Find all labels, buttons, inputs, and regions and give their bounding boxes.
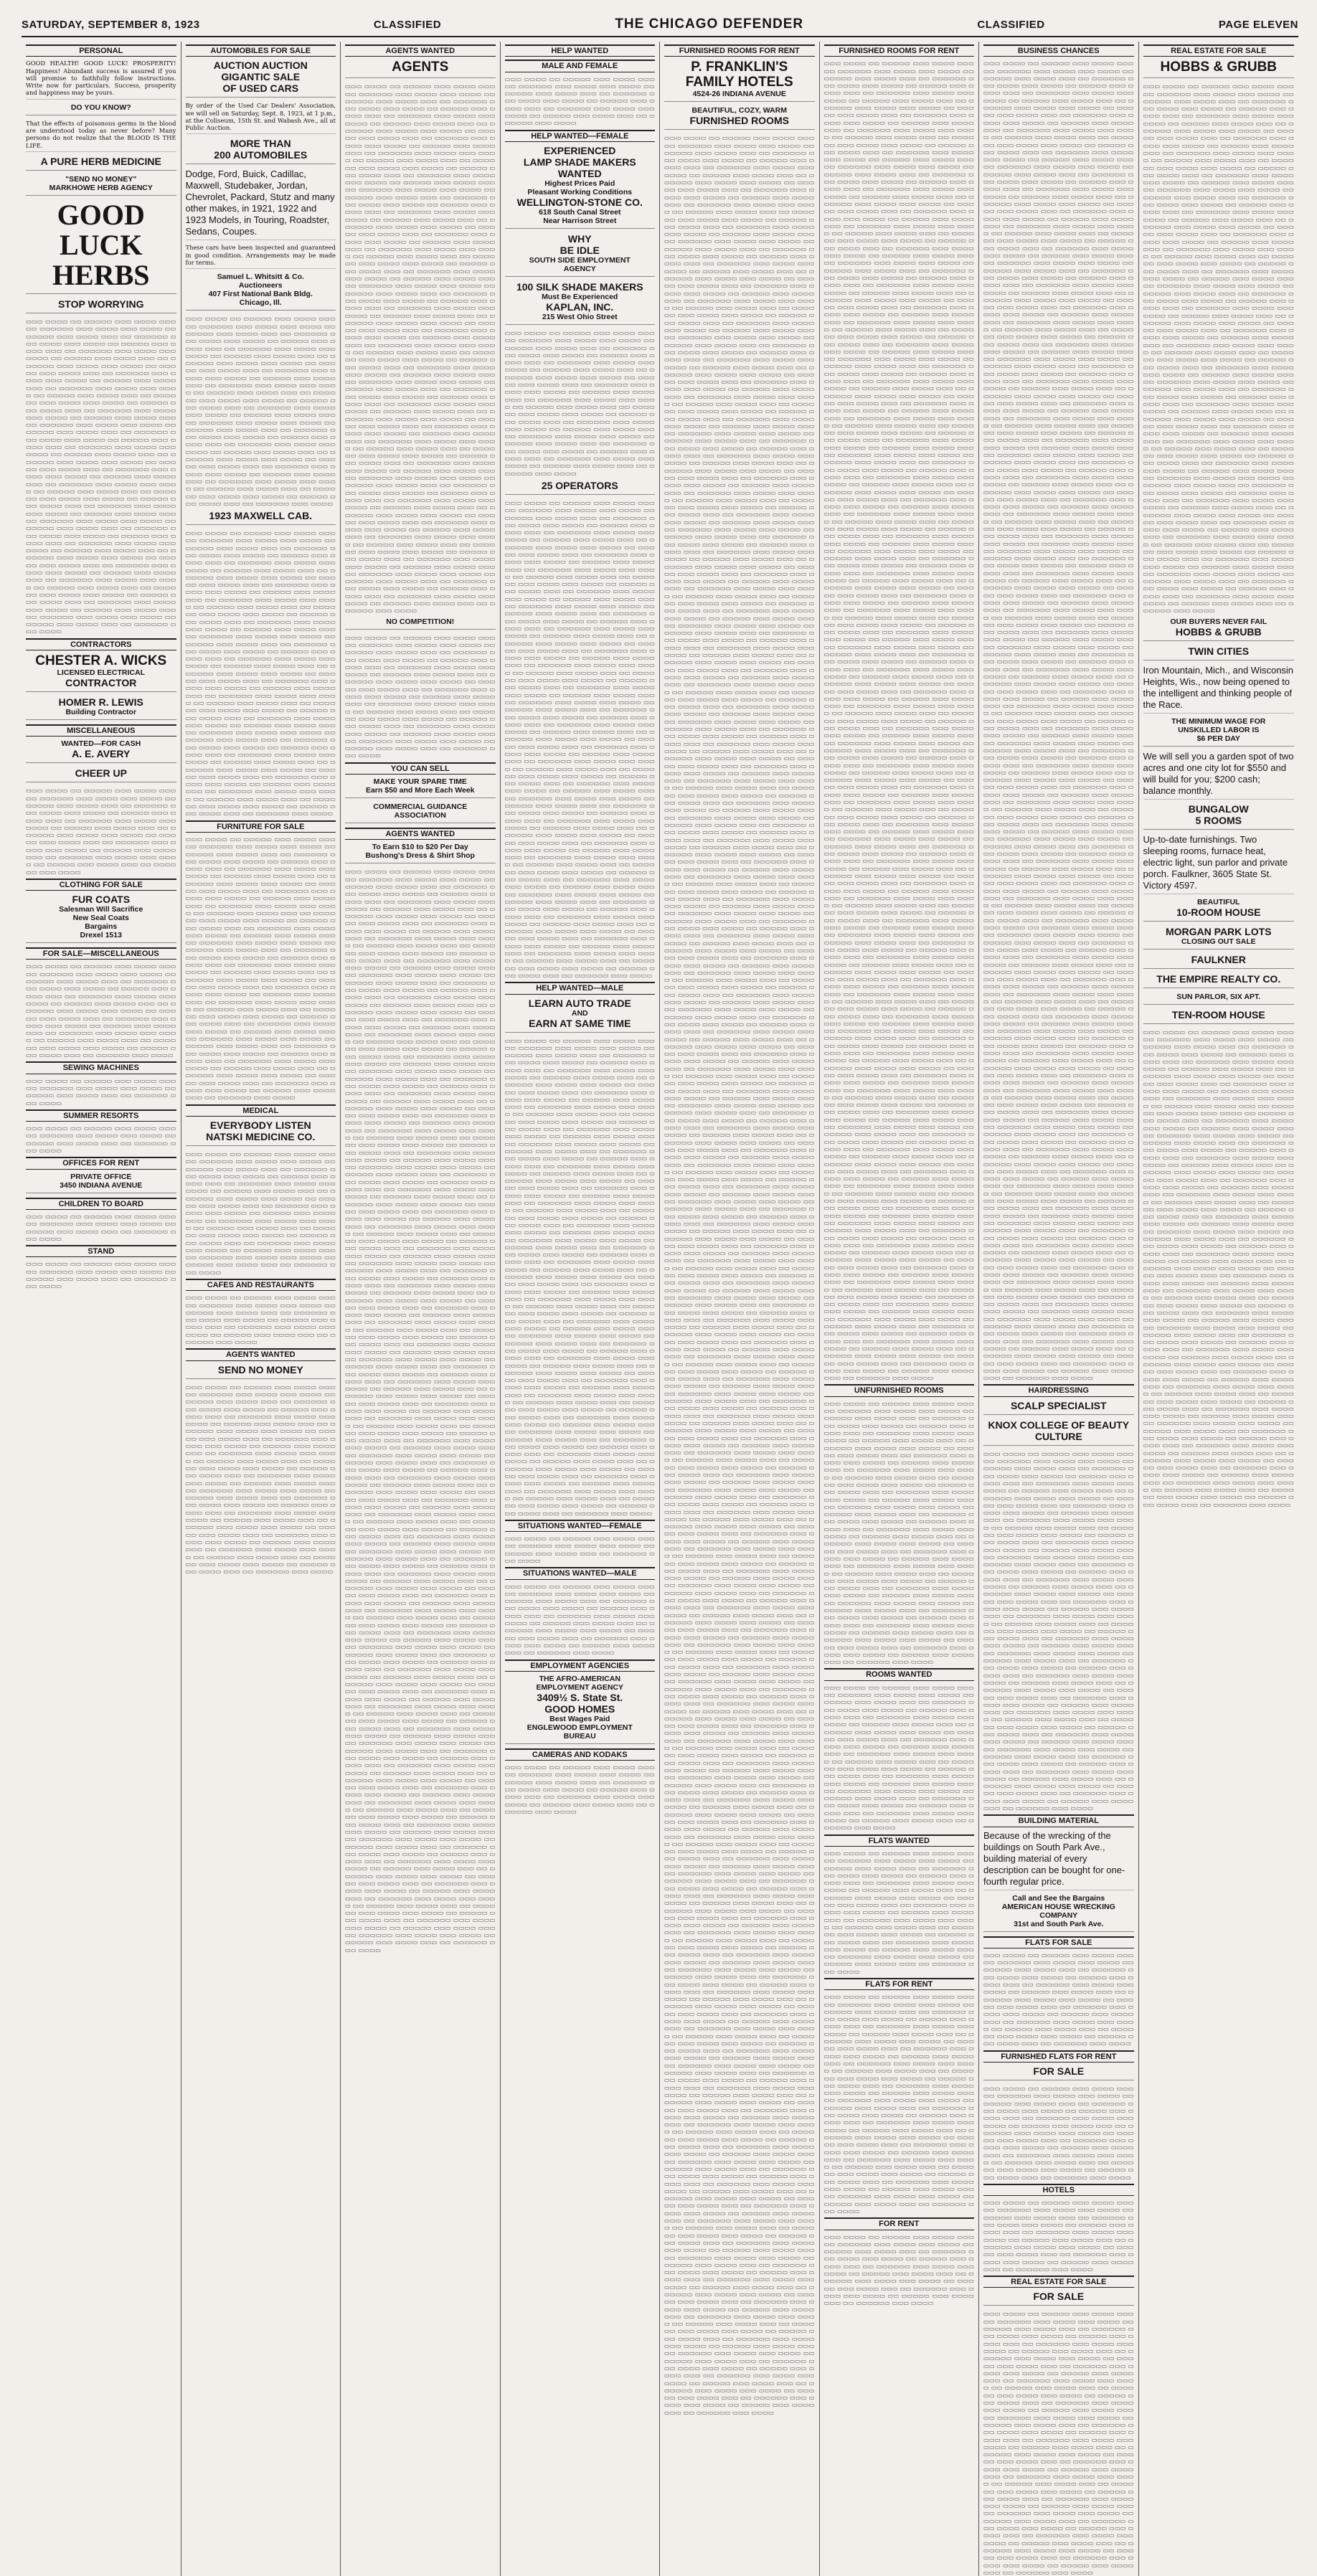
illegible-small-print: ▭▭▭ ▭▭▭▭ ▭▭ ▭▭▭▭▭ ▭▭▭ ▭▭▭▭ ▭▭▭ ▭▭ ▭▭▭▭▭▭ ▭▭▭ ▭▭▭▭ ▭▭▭ ▭▭▭▭ ▭▭ ▭▭▭▭▭ ▭▭▭ ▭▭▭▭ ▭▭▭ ▭▭ ▭▭▭▭▭▭ ▭▭▭ ▭▭▭▭ ▭▭▭ ▭▭▭▭ ▭▭ ▭▭▭▭▭ ▭▭▭ ▭▭▭▭ ▭▭▭ ▭▭ ▭▭▭▭▭▭ ▭▭▭ ▭▭▭▭ ▭▭▭ ▭▭▭▭ ▭▭ ▭▭▭▭▭ ▭▭▭ ▭▭▭▭ ▭▭▭ ▭▭ ▭▭▭▭▭▭ ▭▭▭ ▭▭▭▭ ▭▭▭ ▭▭▭▭ ▭▭ ▭▭▭▭▭ ▭▭▭ ▭▭▭▭ ▭▭▭ ▭▭ ▭▭▭▭▭▭ ▭▭▭ ▭▭▭▭ ▭▭▭ ▭▭▭▭ ▭▭ ▭▭▭▭▭ ▭▭▭ ▭▭▭▭ ▭▭▭ ▭▭ ▭▭▭▭▭▭ ▭▭▭ ▭▭▭▭ ▭▭▭ ▭▭▭▭ ▭▭ ▭▭▭▭▭ ▭▭▭ ▭▭▭▭ ▭▭▭ ▭▭ ▭▭▭▭▭▭ ▭▭▭ ▭▭▭▭ ▭▭▭ ▭▭▭▭ ▭▭ ▭▭▭▭▭ ▭▭▭ ▭▭▭▭ ▭▭▭ ▭▭ ▭▭▭▭▭▭ ▭▭▭ ▭▭▭▭ <box>983 1951 1134 2047</box>
display-ad-body: Dodge, Ford, Buick, Cadillac, Maxwell, Studebaker, Jordan, Chevrolet, Packard, Stutz and many other makes, in 1921, 1922 and 1923 Models, in Touring, Roadster, Sedans, Coupes. <box>186 169 336 240</box>
display-ad <box>983 2291 1134 2306</box>
illegible-small-print: ▭▭▭ ▭▭▭▭ ▭▭ ▭▭▭▭▭ ▭▭▭ ▭▭▭▭ ▭▭▭ ▭▭ ▭▭▭▭▭▭ ▭▭▭ ▭▭▭▭ ▭▭▭ ▭▭▭▭ ▭▭ ▭▭▭▭▭ ▭▭▭ ▭▭▭▭ ▭▭▭ ▭▭ ▭▭▭▭▭▭ ▭▭▭ ▭▭▭▭ ▭▭▭ ▭▭▭▭ ▭▭ ▭▭▭▭▭ ▭▭▭ ▭▭▭▭ ▭▭▭ ▭▭ ▭▭▭▭▭▭ ▭▭▭ ▭▭▭▭ ▭▭▭ ▭▭▭▭ ▭▭ ▭▭▭▭▭ ▭▭▭ ▭▭▭▭ ▭▭▭ ▭▭ ▭▭▭▭▭▭ ▭▭▭ ▭▭▭▭ ▭▭▭ ▭▭▭▭ ▭▭ ▭▭▭▭▭ ▭▭▭ ▭▭▭▭ ▭▭▭ ▭▭ ▭▭▭▭▭▭ ▭▭▭ ▭▭▭▭ ▭▭▭ ▭▭▭▭ ▭▭ ▭▭▭▭▭ ▭▭▭ ▭▭▭▭ ▭▭▭ ▭▭ ▭▭▭▭▭▭ ▭▭▭ ▭▭▭▭ ▭▭▭ ▭▭▭▭ ▭▭ ▭▭▭▭▭ ▭▭▭ ▭▭▭▭ ▭▭▭ ▭▭ ▭▭▭▭▭▭ ▭▭▭ ▭▭▭▭ ▭▭▭ ▭▭▭▭ ▭▭ ▭▭▭▭▭ ▭▭▭ ▭▭▭▭ ▭▭▭ ▭▭ ▭▭▭▭▭▭ ▭▭▭ ▭▭▭▭ ▭▭▭ ▭▭▭▭ ▭▭ ▭▭▭▭▭ ▭▭▭ ▭▭▭▭ ▭▭▭ ▭▭ ▭▭▭▭▭▭ ▭▭▭ ▭▭▭▭ ▭▭▭ ▭▭▭▭ ▭▭ ▭▭▭▭▭ ▭▭▭ ▭▭▭▭ ▭▭▭ ▭▭ ▭▭▭▭▭▭ ▭▭▭ ▭▭▭▭ ▭▭▭ ▭▭▭▭ ▭▭ ▭▭▭▭▭ ▭▭▭ ▭▭▭▭ ▭▭▭ ▭▭ ▭▭▭▭▭▭ ▭▭▭ ▭▭▭▭ ▭▭▭ ▭▭▭▭ ▭▭ ▭▭▭▭▭ ▭▭▭ ▭▭▭▭ ▭▭▭ ▭▭ ▭▭▭▭▭▭ ▭▭▭ ▭▭▭▭ <box>823 1683 974 1832</box>
display-ad-line: Chicago, Ill. <box>239 298 282 308</box>
display-ad-line: A PURE HERB MEDICINE <box>40 155 161 167</box>
paper-name: THE CHICAGO DEFENDER <box>615 16 804 32</box>
display-ad <box>186 1364 336 1379</box>
display-ad-line: THE MINIMUM WAGE FOR <box>1171 716 1266 726</box>
display-ad <box>345 843 496 863</box>
display-ad-line: SEND NO MONEY <box>217 1363 303 1375</box>
display-ad <box>26 156 176 171</box>
display-ad-line: 5 ROOMS <box>1195 814 1242 826</box>
display-ad-line: AMERICAN HOUSE WRECKING COMPANY <box>1001 1902 1115 1920</box>
display-ad-line: EXPERIENCED <box>544 144 616 156</box>
display-ad-line: Bushong's Dress & Shirt Shop <box>365 851 475 861</box>
display-ad-line: KNOX COLLEGE OF BEAUTY <box>988 1419 1130 1431</box>
section-heading: YOU CAN SELL <box>345 762 496 775</box>
section-heading: CAMERAS AND KODAKS <box>505 1748 656 1761</box>
display-ad-line: P. FRANKLIN'S <box>691 60 788 75</box>
section-heading: SITUATIONS WANTED—FEMALE <box>505 1520 656 1532</box>
display-ad-line: AGENCY <box>563 264 596 273</box>
display-ad <box>1143 60 1295 78</box>
display-ad-line: FOR SALE <box>1033 2291 1085 2303</box>
display-ad <box>26 200 176 294</box>
section-heading: MEDICAL <box>186 1104 336 1117</box>
display-ad-line: Pleasant Working Conditions <box>527 187 633 196</box>
display-ad <box>26 653 176 692</box>
display-ad-line: Near Harrison Street <box>543 216 617 225</box>
display-ad-line: BUNGALOW <box>1188 802 1249 815</box>
illegible-small-print: ▭▭▭ ▭▭▭▭ ▭▭ ▭▭▭▭▭ ▭▭▭ ▭▭▭▭ ▭▭▭ ▭▭ ▭▭▭▭▭▭ ▭▭▭ ▭▭▭▭ ▭▭▭ ▭▭▭▭ ▭▭ ▭▭▭▭▭ ▭▭▭ ▭▭▭▭ ▭▭▭ ▭▭ ▭▭▭▭▭▭ ▭▭▭ ▭▭▭▭ <box>26 1260 176 1290</box>
section-heading: EMPLOYMENT AGENCIES <box>505 1659 656 1672</box>
display-ad-line: "SEND NO MONEY" <box>65 174 137 184</box>
display-ad-line: WELLINGTON-STONE CO. <box>516 196 643 208</box>
illegible-small-print: ▭▭▭ ▭▭▭▭ ▭▭ ▭▭▭▭▭ ▭▭▭ ▭▭▭▭ ▭▭▭ ▭▭ ▭▭▭▭▭▭ ▭▭▭ ▭▭▭▭ ▭▭▭ ▭▭▭▭ ▭▭ ▭▭▭▭▭ ▭▭▭ ▭▭▭▭ ▭▭▭ ▭▭ ▭▭▭▭▭▭ ▭▭▭ ▭▭▭▭ <box>26 1076 176 1107</box>
section-heading: SITUATIONS WANTED—MALE <box>505 1567 656 1579</box>
display-ad-line: $6 PER DAY <box>1196 734 1240 743</box>
display-ad-line: CONTRACTOR <box>65 677 137 689</box>
section-heading: ROOMS WANTED <box>824 1668 975 1680</box>
display-ad <box>664 60 815 102</box>
display-ad-line: THE EMPIRE REALTY CO. <box>1156 972 1281 985</box>
display-ad-line: NO COMPETITION! <box>386 617 455 626</box>
section-heading: HELP WANTED—FEMALE <box>505 130 656 142</box>
display-ad-line: Best Wages Paid <box>549 1714 610 1723</box>
column-3 <box>341 42 501 2576</box>
display-ad-line: 215 West Ohio Street <box>542 312 618 321</box>
display-ad <box>186 510 336 525</box>
display-ad <box>26 1173 176 1193</box>
display-ad-line: LAMP SHADE MAKERS <box>523 156 636 168</box>
display-ad-line: NATSKI MEDICINE CO. <box>206 1130 316 1142</box>
display-ad-line: Samuel L. Whitsitt & Co. <box>217 273 304 282</box>
display-ad-body: Iron Mountain, Mich., and Wisconsin Heights, Wis., now being opened to the intelligent and thinking people of the Race. <box>1143 665 1295 714</box>
display-ad <box>186 1119 336 1146</box>
display-ad-line: MAKE YOUR SPARE TIME <box>373 777 467 787</box>
display-ad-line: SUN PARLOR, SIX APT. <box>1176 992 1261 1001</box>
column-8 <box>1139 42 1299 2576</box>
display-ad-line: 200 AUTOMOBILES <box>214 149 308 161</box>
display-ad <box>26 175 176 196</box>
column-2 <box>181 42 341 2576</box>
display-ad-line: 3409½ S. State St. <box>537 1691 623 1703</box>
display-ad-line: Call and See the Bargains <box>1012 1893 1105 1903</box>
display-ad-body: Up-to-date furnishings. Two sleeping rooms, furnace heat, electric light, sun parlor and private porch. Faulkner, 3605 State St. Victory 4597. <box>1143 834 1295 894</box>
section-heading: STAND <box>26 1245 176 1257</box>
display-ad-line: MORGAN PARK LOTS <box>1165 925 1272 937</box>
display-ad-line: WHY <box>567 232 592 245</box>
page-number: PAGE ELEVEN <box>1218 18 1298 31</box>
section-heading: AGENTS WANTED <box>345 828 496 840</box>
display-ad <box>505 281 656 325</box>
section-heading: FOR RENT <box>824 2217 975 2230</box>
illegible-small-print: ▭▭▭ ▭▭▭▭ ▭▭ ▭▭▭▭▭ ▭▭▭ ▭▭▭▭ ▭▭▭ ▭▭ ▭▭▭▭▭▭ ▭▭▭ ▭▭▭▭ ▭▭▭ ▭▭▭▭ ▭▭ ▭▭▭▭▭ ▭▭▭ ▭▭▭▭ ▭▭▭ ▭▭ ▭▭▭▭▭▭ ▭▭▭ ▭▭▭▭ ▭▭▭ ▭▭▭▭ ▭▭ ▭▭▭▭▭ ▭▭▭ ▭▭▭▭ ▭▭▭ ▭▭ ▭▭▭▭▭▭ ▭▭▭ ▭▭▭▭ ▭▭▭ ▭▭▭▭ ▭▭ ▭▭▭▭▭ ▭▭▭ ▭▭▭▭ ▭▭▭ ▭▭ ▭▭▭▭▭▭ ▭▭▭ ▭▭▭▭ ▭▭▭ ▭▭▭▭ ▭▭ ▭▭▭▭▭ ▭▭▭ ▭▭▭▭ ▭▭▭ ▭▭ ▭▭▭▭▭▭ ▭▭▭ ▭▭▭▭ ▭▭▭ ▭▭▭▭ ▭▭ ▭▭▭▭▭ ▭▭▭ ▭▭▭▭ ▭▭▭ ▭▭ ▭▭▭▭▭▭ ▭▭▭ ▭▭▭▭ <box>983 2199 1134 2273</box>
display-ad-line: TEN-ROOM HOUSE <box>1171 1008 1265 1021</box>
display-ad-line: To Earn $10 to $20 Per Day <box>372 843 468 852</box>
illegible-small-print: ▭▭▭ ▭▭▭▭ ▭▭ ▭▭▭▭▭ ▭▭▭ ▭▭▭▭ ▭▭▭ ▭▭ ▭▭▭▭▭▭ ▭▭▭ ▭▭▭▭ ▭▭▭ ▭▭▭▭ ▭▭ ▭▭▭▭▭ ▭▭▭ ▭▭▭▭ ▭▭▭ ▭▭ ▭▭▭▭▭▭ ▭▭▭ ▭▭▭▭ ▭▭▭ ▭▭▭▭ ▭▭ ▭▭▭▭▭ ▭▭▭ ▭▭▭▭ ▭▭▭ ▭▭ ▭▭▭▭▭▭ ▭▭▭ ▭▭▭▭ ▭▭▭ ▭▭▭▭ ▭▭ ▭▭▭▭▭ ▭▭▭ ▭▭▭▭ ▭▭▭ ▭▭ ▭▭▭▭▭▭ ▭▭▭ ▭▭▭▭ <box>504 1763 655 1815</box>
display-ad-line: CULTURE <box>1034 1430 1082 1442</box>
display-ad-body: Because of the wrecking of the buildings on South Park Ave., building material of every description can be bought for one-fourth regular price. <box>983 1830 1134 1890</box>
section-heading: FURNITURE FOR SALE <box>186 820 336 833</box>
display-ad-line: Building Contractor <box>65 708 137 717</box>
display-ad <box>983 1419 1134 1446</box>
section-heading: FURNISHED ROOMS FOR RENT <box>824 44 975 57</box>
display-ad <box>1143 645 1295 660</box>
section-heading: HELP WANTED <box>505 44 656 57</box>
column-6 <box>820 42 980 2576</box>
display-ad-line: Must Be Experienced <box>542 292 618 301</box>
display-ad <box>186 273 336 311</box>
display-ad <box>505 998 656 1033</box>
section-heading: HAIRDRESSING <box>983 1384 1134 1396</box>
illegible-small-print: ▭▭▭ ▭▭▭▭ ▭▭ ▭▭▭▭▭ ▭▭▭ ▭▭▭▭ ▭▭▭ ▭▭ ▭▭▭▭▭▭ ▭▭▭ ▭▭▭▭ ▭▭▭ ▭▭▭▭ ▭▭ ▭▭▭▭▭ ▭▭▭ ▭▭▭▭ ▭▭▭ ▭▭ ▭▭▭▭▭▭ ▭▭▭ ▭▭▭▭ ▭▭▭ ▭▭▭▭ ▭▭ ▭▭▭▭▭ ▭▭▭ ▭▭▭▭ ▭▭▭ ▭▭ ▭▭▭▭▭▭ ▭▭▭ ▭▭▭▭ ▭▭▭ ▭▭▭▭ ▭▭ ▭▭▭▭▭ ▭▭▭ ▭▭▭▭ ▭▭▭ ▭▭ ▭▭▭▭▭▭ ▭▭▭ ▭▭▭▭ ▭▭▭ ▭▭▭▭ ▭▭ ▭▭▭▭▭ ▭▭▭ ▭▭▭▭ ▭▭▭ ▭▭ ▭▭▭▭▭▭ ▭▭▭ ▭▭▭▭ ▭▭▭ ▭▭▭▭ ▭▭ ▭▭▭▭▭ ▭▭▭ ▭▭▭▭ ▭▭▭ ▭▭ ▭▭▭▭▭▭ ▭▭▭ ▭▭▭▭ ▭▭▭ ▭▭▭▭ ▭▭ ▭▭▭▭▭ ▭▭▭ ▭▭▭▭ ▭▭▭ ▭▭ ▭▭▭▭▭▭ ▭▭▭ ▭▭▭▭ ▭▭▭ ▭▭▭▭ ▭▭ ▭▭▭▭▭ ▭▭▭ ▭▭▭▭ ▭▭▭ ▭▭ ▭▭▭▭▭▭ ▭▭▭ ▭▭▭▭ ▭▭▭ ▭▭▭▭ ▭▭ ▭▭▭▭▭ ▭▭▭ ▭▭▭▭ ▭▭▭ ▭▭ ▭▭▭▭▭▭ ▭▭▭ ▭▭▭▭ ▭▭▭ ▭▭▭▭ ▭▭ ▭▭▭▭▭ ▭▭▭ ▭▭▭▭ ▭▭▭ ▭▭ ▭▭▭▭▭▭ ▭▭▭ ▭▭▭▭ ▭▭▭ ▭▭▭▭ ▭▭ ▭▭▭▭▭ ▭▭▭ ▭▭▭▭ ▭▭▭ ▭▭ ▭▭▭▭▭▭ ▭▭▭ ▭▭▭▭ ▭▭▭ ▭▭▭▭ ▭▭ ▭▭▭▭▭ ▭▭▭ ▭▭▭▭ ▭▭▭ ▭▭ ▭▭▭▭▭▭ ▭▭▭ ▭▭▭▭ ▭▭▭ ▭▭▭▭ ▭▭ ▭▭▭▭▭ ▭▭▭ ▭▭▭▭ ▭▭▭ ▭▭ ▭▭▭▭▭▭ ▭▭▭ ▭▭▭▭ ▭▭▭ ▭▭▭▭ ▭▭ ▭▭▭▭▭ ▭▭▭ ▭▭▭▭ ▭▭▭ ▭▭ ▭▭▭▭▭▭ ▭▭▭ ▭▭▭▭ ▭▭▭ ▭▭▭▭ ▭▭ ▭▭▭▭▭ ▭▭▭ ▭▭▭▭ ▭▭▭ ▭▭ ▭▭▭▭▭▭ ▭▭▭ ▭▭▭▭ ▭▭▭ ▭▭▭▭ ▭▭ ▭▭▭▭▭ ▭▭▭ ▭▭▭▭ ▭▭▭ ▭▭ ▭▭▭▭▭▭ ▭▭▭ ▭▭▭▭ <box>185 315 336 507</box>
display-ad-line: 100 SILK SHADE MAKERS <box>516 280 643 293</box>
illegible-small-print: ▭▭▭ ▭▭▭▭ ▭▭ ▭▭▭▭▭ ▭▭▭ ▭▭▭▭ ▭▭▭ ▭▭ ▭▭▭▭▭▭ ▭▭▭ ▭▭▭▭ ▭▭▭ ▭▭▭▭ ▭▭ ▭▭▭▭▭ ▭▭▭ ▭▭▭▭ ▭▭▭ ▭▭ ▭▭▭▭▭▭ ▭▭▭ ▭▭▭▭ ▭▭▭ ▭▭▭▭ ▭▭ ▭▭▭▭▭ ▭▭▭ ▭▭▭▭ ▭▭▭ ▭▭ ▭▭▭▭▭▭ ▭▭▭ ▭▭▭▭ ▭▭▭ ▭▭▭▭ ▭▭ ▭▭▭▭▭ ▭▭▭ ▭▭▭▭ ▭▭▭ ▭▭ ▭▭▭▭▭▭ ▭▭▭ ▭▭▭▭ ▭▭▭ ▭▭▭▭ ▭▭ ▭▭▭▭▭ ▭▭▭ ▭▭▭▭ ▭▭▭ ▭▭ ▭▭▭▭▭▭ ▭▭▭ ▭▭▭▭ ▭▭▭ ▭▭▭▭ ▭▭ ▭▭▭▭▭ ▭▭▭ ▭▭▭▭ ▭▭▭ ▭▭ ▭▭▭▭▭▭ ▭▭▭ ▭▭▭▭ ▭▭▭ ▭▭▭▭ ▭▭ ▭▭▭▭▭ ▭▭▭ ▭▭▭▭ ▭▭▭ ▭▭ ▭▭▭▭▭▭ ▭▭▭ ▭▭▭▭ <box>26 787 176 876</box>
classified-columns <box>22 42 1298 2576</box>
display-ad-line: GOOD LUCK <box>57 198 145 261</box>
section-heading: CONTRACTORS <box>26 638 176 650</box>
display-ad-line: FAMILY HOTELS <box>685 75 793 90</box>
section-heading: BUSINESS CHANCES <box>983 44 1134 57</box>
illegible-small-print: ▭▭▭ ▭▭▭▭ ▭▭ ▭▭▭▭▭ ▭▭▭ ▭▭▭▭ ▭▭▭ ▭▭ ▭▭▭▭▭▭ ▭▭▭ ▭▭▭▭ ▭▭▭ ▭▭▭▭ ▭▭ ▭▭▭▭▭ ▭▭▭ ▭▭▭▭ ▭▭▭ ▭▭ ▭▭▭▭▭▭ ▭▭▭ ▭▭▭▭ ▭▭▭ ▭▭▭▭ ▭▭ ▭▭▭▭▭ ▭▭▭ ▭▭▭▭ ▭▭▭ ▭▭ ▭▭▭▭▭▭ ▭▭▭ ▭▭▭▭ ▭▭▭ ▭▭▭▭ ▭▭ ▭▭▭▭▭ ▭▭▭ ▭▭▭▭ ▭▭▭ ▭▭ ▭▭▭▭▭▭ ▭▭▭ ▭▭▭▭ ▭▭▭ ▭▭▭▭ ▭▭ ▭▭▭▭▭ ▭▭▭ ▭▭▭▭ ▭▭▭ ▭▭ ▭▭▭▭▭▭ ▭▭▭ ▭▭▭▭ ▭▭▭ ▭▭▭▭ ▭▭ ▭▭▭▭▭ ▭▭▭ ▭▭▭▭ ▭▭▭ ▭▭ ▭▭▭▭▭▭ ▭▭▭ ▭▭▭▭ ▭▭▭ ▭▭▭▭ ▭▭ ▭▭▭▭▭ ▭▭▭ ▭▭▭▭ ▭▭▭ ▭▭ ▭▭▭▭▭▭ ▭▭▭ ▭▭▭▭ ▭▭▭ ▭▭▭▭ ▭▭ ▭▭▭▭▭ ▭▭▭ ▭▭▭▭ ▭▭▭ ▭▭ ▭▭▭▭▭▭ ▭▭▭ ▭▭▭▭ ▭▭▭ ▭▭▭▭ ▭▭ ▭▭▭▭▭ ▭▭▭ ▭▭▭▭ ▭▭▭ ▭▭ ▭▭▭▭▭▭ ▭▭▭ ▭▭▭▭ ▭▭▭ ▭▭▭▭ ▭▭ ▭▭▭▭▭ ▭▭▭ ▭▭▭▭ ▭▭▭ ▭▭ ▭▭▭▭▭▭ ▭▭▭ ▭▭▭▭ ▭▭▭ ▭▭▭▭ ▭▭ ▭▭▭▭▭ ▭▭▭ ▭▭▭▭ ▭▭▭ ▭▭ ▭▭▭▭▭▭ ▭▭▭ ▭▭▭▭ ▭▭▭ ▭▭▭▭ ▭▭ ▭▭▭▭▭ ▭▭▭ ▭▭▭▭ ▭▭▭ ▭▭ ▭▭▭▭▭▭ ▭▭▭ ▭▭▭▭ ▭▭▭ ▭▭▭▭ ▭▭ ▭▭▭▭▭ ▭▭▭ ▭▭▭▭ ▭▭▭ ▭▭ ▭▭▭▭▭▭ ▭▭▭ ▭▭▭▭ ▭▭▭ ▭▭▭▭ ▭▭ ▭▭▭▭▭ ▭▭▭ ▭▭▭▭ ▭▭▭ ▭▭ ▭▭▭▭▭▭ ▭▭▭ ▭▭▭▭ ▭▭▭ ▭▭▭▭ ▭▭ ▭▭▭▭▭ ▭▭▭ ▭▭▭▭ ▭▭▭ ▭▭ ▭▭▭▭▭▭ ▭▭▭ ▭▭▭▭ ▭▭▭ ▭▭▭▭ ▭▭ ▭▭▭▭▭ ▭▭▭ ▭▭▭▭ ▭▭▭ ▭▭ ▭▭▭▭▭▭ ▭▭▭ ▭▭▭▭ ▭▭▭ ▭▭▭▭ ▭▭ ▭▭▭▭▭ ▭▭▭ ▭▭▭▭ ▭▭▭ ▭▭ ▭▭▭▭▭▭ ▭▭▭ ▭▭▭▭ ▭▭▭ ▭▭▭▭ ▭▭ ▭▭▭▭▭ ▭▭▭ ▭▭▭▭ ▭▭▭ ▭▭ ▭▭▭▭▭▭ ▭▭▭ ▭▭▭▭ ▭▭▭ ▭▭▭▭ ▭▭ ▭▭▭▭▭ ▭▭▭ ▭▭▭▭ ▭▭▭ ▭▭ ▭▭▭▭▭▭ ▭▭▭ ▭▭▭▭ ▭▭▭ ▭▭▭▭ ▭▭ ▭▭▭▭▭ ▭▭▭ ▭▭▭▭ ▭▭▭ ▭▭ ▭▭▭▭▭▭ ▭▭▭ ▭▭▭▭ ▭▭▭ ▭▭▭▭ ▭▭ ▭▭▭▭▭ ▭▭▭ ▭▭▭▭ ▭▭▭ ▭▭ ▭▭▭▭▭▭ ▭▭▭ ▭▭▭▭ ▭▭▭ ▭▭▭▭ ▭▭ ▭▭▭▭▭ ▭▭▭ ▭▭▭▭ ▭▭▭ ▭▭ ▭▭▭▭▭▭ ▭▭▭ ▭▭▭▭ <box>185 835 336 1102</box>
display-ad <box>1143 803 1295 830</box>
display-ad-line: CHEER UP <box>75 767 127 780</box>
display-ad-line: 407 First National Bank Bldg. <box>208 290 313 299</box>
display-ad-line: 25 OPERATORS <box>541 479 618 491</box>
column-5 <box>660 42 820 2576</box>
display-ad-line: GIGANTIC SALE <box>221 71 301 83</box>
display-ad <box>345 60 496 78</box>
classified-ad: GOOD HEALTH! GOOD LUCK! PROSPERITY! Happiness! Abundant success is assured if you will promise to faithfully follow instructions. Write now for particulars. Success, prosperity and happiness may be yours. <box>26 60 176 99</box>
display-ad-line: PRIVATE OFFICE <box>70 1172 132 1181</box>
illegible-small-print: ▭▭▭ ▭▭▭▭ ▭▭ ▭▭▭▭▭ ▭▭▭ ▭▭▭▭ ▭▭▭ ▭▭ ▭▭▭▭▭▭ ▭▭▭ ▭▭▭▭ ▭▭▭ ▭▭▭▭ ▭▭ ▭▭▭▭▭ ▭▭▭ ▭▭▭▭ ▭▭▭ ▭▭ ▭▭▭▭▭▭ ▭▭▭ ▭▭▭▭ ▭▭▭ ▭▭▭▭ ▭▭ ▭▭▭▭▭ ▭▭▭ ▭▭▭▭ ▭▭▭ ▭▭ ▭▭▭▭▭▭ ▭▭▭ ▭▭▭▭ ▭▭▭ ▭▭▭▭ ▭▭ ▭▭▭▭▭ ▭▭▭ ▭▭▭▭ ▭▭▭ ▭▭ ▭▭▭▭▭▭ ▭▭▭ ▭▭▭▭ ▭▭▭ ▭▭▭▭ ▭▭ ▭▭▭▭▭ ▭▭▭ ▭▭▭▭ ▭▭▭ ▭▭ ▭▭▭▭▭▭ ▭▭▭ ▭▭▭▭ ▭▭▭ ▭▭▭▭ ▭▭ ▭▭▭▭▭ ▭▭▭ ▭▭▭▭ ▭▭▭ ▭▭ ▭▭▭▭▭▭ ▭▭▭ ▭▭▭▭ ▭▭▭ ▭▭▭▭ ▭▭ ▭▭▭▭▭ ▭▭▭ ▭▭▭▭ ▭▭▭ ▭▭ ▭▭▭▭▭▭ ▭▭▭ ▭▭▭▭ ▭▭▭ ▭▭▭▭ ▭▭ ▭▭▭▭▭ ▭▭▭ ▭▭▭▭ ▭▭▭ ▭▭ ▭▭▭▭▭▭ ▭▭▭ ▭▭▭▭ ▭▭▭ ▭▭▭▭ ▭▭ ▭▭▭▭▭ ▭▭▭ ▭▭▭▭ ▭▭▭ ▭▭ ▭▭▭▭▭▭ ▭▭▭ ▭▭▭▭ ▭▭▭ ▭▭▭▭ ▭▭ ▭▭▭▭▭ ▭▭▭ ▭▭▭▭ ▭▭▭ ▭▭ ▭▭▭▭▭▭ ▭▭▭ ▭▭▭▭ ▭▭▭ ▭▭▭▭ ▭▭ ▭▭▭▭▭ ▭▭▭ ▭▭▭▭ ▭▭▭ ▭▭ ▭▭▭▭▭▭ ▭▭▭ ▭▭▭▭ ▭▭▭ ▭▭▭▭ ▭▭ ▭▭▭▭▭ ▭▭▭ ▭▭▭▭ ▭▭▭ ▭▭ ▭▭▭▭▭▭ ▭▭▭ ▭▭▭▭ ▭▭▭ ▭▭▭▭ ▭▭ ▭▭▭▭▭ ▭▭▭ ▭▭▭▭ ▭▭▭ ▭▭ ▭▭▭▭▭▭ ▭▭▭ ▭▭▭▭ ▭▭▭ ▭▭▭▭ ▭▭ ▭▭▭▭▭ ▭▭▭ ▭▭▭▭ ▭▭▭ ▭▭ ▭▭▭▭▭▭ ▭▭▭ ▭▭▭▭ ▭▭▭ ▭▭▭▭ ▭▭ ▭▭▭▭▭ ▭▭▭ ▭▭▭▭ ▭▭▭ ▭▭ ▭▭▭▭▭▭ ▭▭▭ ▭▭▭▭ ▭▭▭ ▭▭▭▭ ▭▭ ▭▭▭▭▭ ▭▭▭ ▭▭▭▭ ▭▭▭ ▭▭ ▭▭▭▭▭▭ ▭▭▭ ▭▭▭▭ ▭▭▭ ▭▭▭▭ ▭▭ ▭▭▭▭▭ ▭▭▭ ▭▭▭▭ ▭▭▭ ▭▭ ▭▭▭▭▭▭ ▭▭▭ ▭▭▭▭ ▭▭▭ ▭▭▭▭ ▭▭ ▭▭▭▭▭ ▭▭▭ ▭▭▭▭ ▭▭▭ ▭▭ ▭▭▭▭▭▭ ▭▭▭ ▭▭▭▭ <box>823 1993 974 2215</box>
display-ad <box>1143 617 1295 641</box>
display-ad <box>983 1400 1134 1415</box>
classified-label-left: CLASSIFIED <box>373 18 442 31</box>
section-heading: FOR SALE—MISCELLANEOUS <box>26 947 176 960</box>
display-ad-line: ASSOCIATION <box>394 811 446 820</box>
display-ad <box>664 106 815 130</box>
illegible-small-print: ▭▭▭ ▭▭▭▭ ▭▭ ▭▭▭▭▭ ▭▭▭ ▭▭▭▭ ▭▭▭ ▭▭ ▭▭▭▭▭▭ ▭▭▭ ▭▭▭▭ ▭▭▭ ▭▭▭▭ ▭▭ ▭▭▭▭▭ ▭▭▭ ▭▭▭▭ ▭▭▭ ▭▭ ▭▭▭▭▭▭ ▭▭▭ ▭▭▭▭ ▭▭▭ ▭▭▭▭ ▭▭ ▭▭▭▭▭ ▭▭▭ ▭▭▭▭ ▭▭▭ ▭▭ ▭▭▭▭▭▭ ▭▭▭ ▭▭▭▭ ▭▭▭ ▭▭▭▭ ▭▭ ▭▭▭▭▭ ▭▭▭ ▭▭▭▭ ▭▭▭ ▭▭ ▭▭▭▭▭▭ ▭▭▭ ▭▭▭▭ ▭▭▭ ▭▭▭▭ ▭▭ ▭▭▭▭▭ ▭▭▭ ▭▭▭▭ ▭▭▭ ▭▭ ▭▭▭▭▭▭ ▭▭▭ ▭▭▭▭ ▭▭▭ ▭▭▭▭ ▭▭ ▭▭▭▭▭ ▭▭▭ ▭▭▭▭ ▭▭▭ ▭▭ ▭▭▭▭▭▭ ▭▭▭ ▭▭▭▭ <box>823 2232 974 2307</box>
display-ad-line: 618 South Canal Street <box>539 207 621 217</box>
section-heading: AUTOMOBILES FOR SALE <box>186 44 336 57</box>
display-ad-line: EARN AT SAME TIME <box>529 1017 631 1029</box>
display-ad-line: BE IDLE <box>560 244 600 256</box>
illegible-small-print: ▭▭▭ ▭▭▭▭ ▭▭ ▭▭▭▭▭ ▭▭▭ ▭▭▭▭ ▭▭▭ ▭▭ ▭▭▭▭▭▭ ▭▭▭ ▭▭▭▭ ▭▭▭ ▭▭▭▭ ▭▭ ▭▭▭▭▭ ▭▭▭ ▭▭▭▭ ▭▭▭ ▭▭ ▭▭▭▭▭▭ ▭▭▭ ▭▭▭▭ ▭▭▭ ▭▭▭▭ ▭▭ ▭▭▭▭▭ ▭▭▭ ▭▭▭▭ ▭▭▭ ▭▭ ▭▭▭▭▭▭ ▭▭▭ ▭▭▭▭ ▭▭▭ ▭▭▭▭ ▭▭ ▭▭▭▭▭ ▭▭▭ ▭▭▭▭ ▭▭▭ ▭▭ ▭▭▭▭▭▭ ▭▭▭ ▭▭▭▭ ▭▭▭ ▭▭▭▭ ▭▭ ▭▭▭▭▭ ▭▭▭ ▭▭▭▭ ▭▭▭ ▭▭ ▭▭▭▭▭▭ ▭▭▭ ▭▭▭▭ ▭▭▭ ▭▭▭▭ ▭▭ ▭▭▭▭▭ ▭▭▭ ▭▭▭▭ ▭▭▭ ▭▭ ▭▭▭▭▭▭ ▭▭▭ ▭▭▭▭ ▭▭▭ ▭▭▭▭ ▭▭ ▭▭▭▭▭ ▭▭▭ ▭▭▭▭ ▭▭▭ ▭▭ ▭▭▭▭▭▭ ▭▭▭ ▭▭▭▭ ▭▭▭ ▭▭▭▭ ▭▭ ▭▭▭▭▭ ▭▭▭ ▭▭▭▭ ▭▭▭ ▭▭ ▭▭▭▭▭▭ ▭▭▭ ▭▭▭▭ ▭▭▭ ▭▭▭▭ ▭▭ ▭▭▭▭▭ ▭▭▭ ▭▭▭▭ ▭▭▭ ▭▭ ▭▭▭▭▭▭ ▭▭▭ ▭▭▭▭ ▭▭▭ ▭▭▭▭ ▭▭ ▭▭▭▭▭ ▭▭▭ ▭▭▭▭ ▭▭▭ ▭▭ ▭▭▭▭▭▭ ▭▭▭ ▭▭▭▭ ▭▭▭ ▭▭▭▭ ▭▭ ▭▭▭▭▭ ▭▭▭ ▭▭▭▭ ▭▭▭ ▭▭ ▭▭▭▭▭▭ ▭▭▭ ▭▭▭▭ ▭▭▭ ▭▭▭▭ ▭▭ ▭▭▭▭▭ ▭▭▭ ▭▭▭▭ ▭▭▭ ▭▭ ▭▭▭▭▭▭ ▭▭▭ ▭▭▭▭ ▭▭▭ ▭▭▭▭ ▭▭ ▭▭▭▭▭ ▭▭▭ ▭▭▭▭ ▭▭▭ ▭▭ ▭▭▭▭▭▭ ▭▭▭ ▭▭▭▭ ▭▭▭ ▭▭▭▭ ▭▭ ▭▭▭▭▭ ▭▭▭ ▭▭▭▭ ▭▭▭ ▭▭ ▭▭▭▭▭▭ ▭▭▭ ▭▭▭▭ ▭▭▭ ▭▭▭▭ ▭▭ ▭▭▭▭▭ ▭▭▭ ▭▭▭▭ ▭▭▭ ▭▭ ▭▭▭▭▭▭ ▭▭▭ ▭▭▭▭ ▭▭▭ ▭▭▭▭ ▭▭ ▭▭▭▭▭ ▭▭▭ ▭▭▭▭ ▭▭▭ ▭▭ ▭▭▭▭▭▭ ▭▭▭ ▭▭▭▭ ▭▭▭ ▭▭▭▭ ▭▭ ▭▭▭▭▭ ▭▭▭ ▭▭▭▭ ▭▭▭ ▭▭ ▭▭▭▭▭▭ ▭▭▭ ▭▭▭▭ ▭▭▭ ▭▭▭▭ ▭▭ ▭▭▭▭▭ ▭▭▭ ▭▭▭▭ ▭▭▭ ▭▭ ▭▭▭▭▭▭ ▭▭▭ ▭▭▭▭ ▭▭▭ ▭▭▭▭ ▭▭ ▭▭▭▭▭ ▭▭▭ ▭▭▭▭ ▭▭▭ ▭▭ ▭▭▭▭▭▭ ▭▭▭ ▭▭▭▭ ▭▭▭ ▭▭▭▭ ▭▭ ▭▭▭▭▭ ▭▭▭ ▭▭▭▭ ▭▭▭ ▭▭ ▭▭▭▭▭▭ ▭▭▭ ▭▭▭▭ ▭▭▭ ▭▭▭▭ ▭▭ ▭▭▭▭▭ ▭▭▭ ▭▭▭▭ ▭▭▭ ▭▭ ▭▭▭▭▭▭ ▭▭▭ ▭▭▭▭ ▭▭▭ ▭▭▭▭ ▭▭ ▭▭▭▭▭ ▭▭▭ ▭▭▭▭ ▭▭▭ ▭▭ ▭▭▭▭▭▭ ▭▭▭ ▭▭▭▭ ▭▭▭ ▭▭▭▭ ▭▭ ▭▭▭▭▭ ▭▭▭ ▭▭▭▭ ▭▭▭ ▭▭ ▭▭▭▭▭▭ ▭▭▭ ▭▭▭▭ ▭▭▭ ▭▭▭▭ ▭▭ ▭▭▭▭▭ ▭▭▭ ▭▭▭▭ ▭▭▭ ▭▭ ▭▭▭▭▭▭ ▭▭▭ ▭▭▭▭ ▭▭▭ ▭▭▭▭ ▭▭ ▭▭▭▭▭ ▭▭▭ ▭▭▭▭ ▭▭▭ ▭▭ ▭▭▭▭▭▭ ▭▭▭ ▭▭▭▭ ▭▭▭ ▭▭▭▭ ▭▭ ▭▭▭▭▭ ▭▭▭ ▭▭▭▭ ▭▭▭ ▭▭ ▭▭▭▭▭▭ ▭▭▭ ▭▭▭▭ ▭▭▭ ▭▭▭▭ ▭▭ ▭▭▭▭▭ ▭▭▭ ▭▭▭▭ ▭▭▭ ▭▭ ▭▭▭▭▭▭ ▭▭▭ ▭▭▭▭ ▭▭▭ ▭▭▭▭ ▭▭ ▭▭▭▭▭ ▭▭▭ ▭▭▭▭ ▭▭▭ ▭▭ ▭▭▭▭▭▭ ▭▭▭ ▭▭▭▭ ▭▭▭ ▭▭▭▭ ▭▭ ▭▭▭▭▭ ▭▭▭ ▭▭▭▭ ▭▭▭ ▭▭ ▭▭▭▭▭▭ ▭▭▭ ▭▭▭▭ ▭▭▭ ▭▭▭▭ ▭▭ ▭▭▭▭▭ ▭▭▭ ▭▭▭▭ ▭▭▭ ▭▭ ▭▭▭▭▭▭ ▭▭▭ ▭▭▭▭ ▭▭▭ ▭▭▭▭ ▭▭ ▭▭▭▭▭ ▭▭▭ ▭▭▭▭ ▭▭▭ ▭▭ ▭▭▭▭▭▭ ▭▭▭ ▭▭▭▭ ▭▭▭ ▭▭▭▭ ▭▭ ▭▭▭▭▭ ▭▭▭ ▭▭▭▭ ▭▭▭ ▭▭ ▭▭▭▭▭▭ ▭▭▭ ▭▭▭▭ ▭▭▭ ▭▭▭▭ ▭▭ ▭▭▭▭▭ ▭▭▭ ▭▭▭▭ ▭▭▭ ▭▭ ▭▭▭▭▭▭ ▭▭▭ ▭▭▭▭ ▭▭▭ ▭▭▭▭ ▭▭ ▭▭▭▭▭ ▭▭▭ ▭▭▭▭ ▭▭▭ ▭▭ ▭▭▭▭▭▭ ▭▭▭ ▭▭▭▭ ▭▭▭ ▭▭▭▭ ▭▭ ▭▭▭▭▭ ▭▭▭ ▭▭▭▭ ▭▭▭ ▭▭ ▭▭▭▭▭▭ ▭▭▭ ▭▭▭▭ ▭▭▭ ▭▭▭▭ ▭▭ ▭▭▭▭▭ ▭▭▭ ▭▭▭▭ ▭▭▭ ▭▭ ▭▭▭▭▭▭ ▭▭▭ ▭▭▭▭ ▭▭▭ ▭▭▭▭ ▭▭ ▭▭▭▭▭ ▭▭▭ ▭▭▭▭ ▭▭▭ ▭▭ ▭▭▭▭▭▭ ▭▭▭ ▭▭▭▭ ▭▭▭ ▭▭▭▭ ▭▭ ▭▭▭▭▭ ▭▭▭ ▭▭▭▭ ▭▭▭ ▭▭ ▭▭▭▭▭▭ ▭▭▭ ▭▭▭▭ ▭▭▭ ▭▭▭▭ ▭▭ ▭▭▭▭▭ ▭▭▭ ▭▭▭▭ ▭▭▭ ▭▭ ▭▭▭▭▭▭ ▭▭▭ ▭▭▭▭ ▭▭▭ ▭▭▭▭ ▭▭ ▭▭▭▭▭ ▭▭▭ ▭▭▭▭ ▭▭▭ ▭▭ ▭▭▭▭▭▭ ▭▭▭ ▭▭▭▭ <box>1143 1028 1294 1508</box>
display-ad <box>1143 717 1295 747</box>
illegible-small-print: ▭▭▭ ▭▭▭▭ ▭▭ ▭▭▭▭▭ ▭▭▭ ▭▭▭▭ ▭▭▭ ▭▭ ▭▭▭▭▭▭ ▭▭▭ ▭▭▭▭ ▭▭▭ ▭▭▭▭ ▭▭ ▭▭▭▭▭ ▭▭▭ ▭▭▭▭ ▭▭▭ ▭▭ ▭▭▭▭▭▭ ▭▭▭ ▭▭▭▭ ▭▭▭ ▭▭▭▭ ▭▭ ▭▭▭▭▭ ▭▭▭ ▭▭▭▭ ▭▭▭ ▭▭ ▭▭▭▭▭▭ ▭▭▭ ▭▭▭▭ ▭▭▭ ▭▭▭▭ ▭▭ ▭▭▭▭▭ ▭▭▭ ▭▭▭▭ ▭▭▭ ▭▭ ▭▭▭▭▭▭ ▭▭▭ ▭▭▭▭ ▭▭▭ ▭▭▭▭ ▭▭ ▭▭▭▭▭ ▭▭▭ ▭▭▭▭ ▭▭▭ ▭▭ ▭▭▭▭▭▭ ▭▭▭ ▭▭▭▭ ▭▭▭ ▭▭▭▭ ▭▭ ▭▭▭▭▭ ▭▭▭ ▭▭▭▭ ▭▭▭ ▭▭ ▭▭▭▭▭▭ ▭▭▭ ▭▭▭▭ ▭▭▭ ▭▭▭▭ ▭▭ ▭▭▭▭▭ ▭▭▭ ▭▭▭▭ ▭▭▭ ▭▭ ▭▭▭▭▭▭ ▭▭▭ ▭▭▭▭ ▭▭▭ ▭▭▭▭ ▭▭ ▭▭▭▭▭ ▭▭▭ ▭▭▭▭ ▭▭▭ ▭▭ ▭▭▭▭▭▭ ▭▭▭ ▭▭▭▭ ▭▭▭ ▭▭▭▭ ▭▭ ▭▭▭▭▭ ▭▭▭ ▭▭▭▭ ▭▭▭ ▭▭ ▭▭▭▭▭▭ ▭▭▭ ▭▭▭▭ ▭▭▭ ▭▭▭▭ ▭▭ ▭▭▭▭▭ ▭▭▭ ▭▭▭▭ ▭▭▭ ▭▭ ▭▭▭▭▭▭ ▭▭▭ ▭▭▭▭ ▭▭▭ ▭▭▭▭ ▭▭ ▭▭▭▭▭ ▭▭▭ ▭▭▭▭ ▭▭▭ ▭▭ ▭▭▭▭▭▭ ▭▭▭ ▭▭▭▭ ▭▭▭ ▭▭▭▭ ▭▭ ▭▭▭▭▭ ▭▭▭ ▭▭▭▭ ▭▭▭ ▭▭ ▭▭▭▭▭▭ ▭▭▭ ▭▭▭▭ ▭▭▭ ▭▭▭▭ ▭▭ ▭▭▭▭▭ ▭▭▭ ▭▭▭▭ ▭▭▭ ▭▭ ▭▭▭▭▭▭ ▭▭▭ ▭▭▭▭ ▭▭▭ ▭▭▭▭ ▭▭ ▭▭▭▭▭ ▭▭▭ ▭▭▭▭ ▭▭▭ ▭▭ ▭▭▭▭▭▭ ▭▭▭ ▭▭▭▭ ▭▭▭ ▭▭▭▭ ▭▭ ▭▭▭▭▭ ▭▭▭ ▭▭▭▭ ▭▭▭ ▭▭ ▭▭▭▭▭▭ ▭▭▭ ▭▭▭▭ ▭▭▭ ▭▭▭▭ ▭▭ ▭▭▭▭▭ ▭▭▭ ▭▭▭▭ ▭▭▭ ▭▭ ▭▭▭▭▭▭ ▭▭▭ ▭▭▭▭ ▭▭▭ ▭▭▭▭ ▭▭ ▭▭▭▭▭ ▭▭▭ ▭▭▭▭ ▭▭▭ ▭▭ ▭▭▭▭▭▭ ▭▭▭ ▭▭▭▭ ▭▭▭ ▭▭▭▭ ▭▭ ▭▭▭▭▭ ▭▭▭ ▭▭▭▭ ▭▭▭ ▭▭ ▭▭▭▭▭▭ ▭▭▭ ▭▭▭▭ ▭▭▭ ▭▭▭▭ ▭▭ ▭▭▭▭▭ ▭▭▭ ▭▭▭▭ ▭▭▭ ▭▭ ▭▭▭▭▭▭ ▭▭▭ ▭▭▭▭ ▭▭▭ ▭▭▭▭ ▭▭ ▭▭▭▭▭ ▭▭▭ ▭▭▭▭ ▭▭▭ ▭▭ ▭▭▭▭▭▭ ▭▭▭ ▭▭▭▭ ▭▭▭ ▭▭▭▭ ▭▭ ▭▭▭▭▭ ▭▭▭ ▭▭▭▭ ▭▭▭ ▭▭ ▭▭▭▭▭▭ ▭▭▭ ▭▭▭▭ ▭▭▭ ▭▭▭▭ ▭▭ ▭▭▭▭▭ ▭▭▭ ▭▭▭▭ ▭▭▭ ▭▭ ▭▭▭▭▭▭ ▭▭▭ ▭▭▭▭ ▭▭▭ ▭▭▭▭ ▭▭ ▭▭▭▭▭ ▭▭▭ ▭▭▭▭ ▭▭▭ ▭▭ ▭▭▭▭▭▭ ▭▭▭ ▭▭▭▭ ▭▭▭ ▭▭▭▭ ▭▭ ▭▭▭▭▭ ▭▭▭ ▭▭▭▭ ▭▭▭ ▭▭ ▭▭▭▭▭▭ ▭▭▭ ▭▭▭▭ ▭▭▭ ▭▭▭▭ ▭▭ ▭▭▭▭▭ ▭▭▭ ▭▭▭▭ ▭▭▭ ▭▭ ▭▭▭▭▭▭ ▭▭▭ ▭▭▭▭ ▭▭▭ ▭▭▭▭ ▭▭ ▭▭▭▭▭ ▭▭▭ ▭▭▭▭ ▭▭▭ ▭▭ ▭▭▭▭▭▭ ▭▭▭ ▭▭▭▭ ▭▭▭ ▭▭▭▭ ▭▭ ▭▭▭▭▭ ▭▭▭ ▭▭▭▭ ▭▭▭ ▭▭ ▭▭▭▭▭▭ ▭▭▭ ▭▭▭▭ ▭▭▭ ▭▭▭▭ ▭▭ ▭▭▭▭▭ ▭▭▭ ▭▭▭▭ ▭▭▭ ▭▭ ▭▭▭▭▭▭ ▭▭▭ ▭▭▭▭ ▭▭▭ ▭▭▭▭ ▭▭ ▭▭▭▭▭ ▭▭▭ ▭▭▭▭ ▭▭▭ ▭▭ ▭▭▭▭▭▭ ▭▭▭ ▭▭▭▭ ▭▭▭ ▭▭▭▭ ▭▭ ▭▭▭▭▭ ▭▭▭ ▭▭▭▭ ▭▭▭ ▭▭ ▭▭▭▭▭▭ ▭▭▭ ▭▭▭▭ ▭▭▭ ▭▭▭▭ ▭▭ ▭▭▭▭▭ ▭▭▭ ▭▭▭▭ ▭▭▭ ▭▭ ▭▭▭▭▭▭ ▭▭▭ ▭▭▭▭ ▭▭▭ ▭▭▭▭ ▭▭ ▭▭▭▭▭ ▭▭▭ ▭▭▭▭ ▭▭▭ ▭▭ ▭▭▭▭▭▭ ▭▭▭ ▭▭▭▭ ▭▭▭ ▭▭▭▭ ▭▭ ▭▭▭▭▭ ▭▭▭ ▭▭▭▭ ▭▭▭ ▭▭ ▭▭▭▭▭▭ ▭▭▭ ▭▭▭▭ ▭▭▭ ▭▭▭▭ ▭▭ ▭▭▭▭▭ ▭▭▭ ▭▭▭▭ ▭▭▭ ▭▭ ▭▭▭▭▭▭ ▭▭▭ ▭▭▭▭ ▭▭▭ ▭▭▭▭ ▭▭ ▭▭▭▭▭ ▭▭▭ ▭▭▭▭ ▭▭▭ ▭▭ ▭▭▭▭▭▭ ▭▭▭ ▭▭▭▭ ▭▭▭ ▭▭▭▭ ▭▭ ▭▭▭▭▭ ▭▭▭ ▭▭▭▭ ▭▭▭ ▭▭ ▭▭▭▭▭▭ ▭▭▭ ▭▭▭▭ ▭▭▭ ▭▭▭▭ ▭▭ ▭▭▭▭▭ ▭▭▭ ▭▭▭▭ ▭▭▭ ▭▭ ▭▭▭▭▭▭ ▭▭▭ ▭▭▭▭ ▭▭▭ ▭▭▭▭ ▭▭ ▭▭▭▭▭ ▭▭▭ ▭▭▭▭ ▭▭▭ ▭▭ ▭▭▭▭▭▭ ▭▭▭ ▭▭▭▭ ▭▭▭ ▭▭▭▭ ▭▭ ▭▭▭▭▭ ▭▭▭ ▭▭▭▭ ▭▭▭ ▭▭ ▭▭▭▭▭▭ ▭▭▭ ▭▭▭▭ ▭▭▭ ▭▭▭▭ ▭▭ ▭▭▭▭▭ ▭▭▭ ▭▭▭▭ ▭▭▭ ▭▭ ▭▭▭▭▭▭ ▭▭▭ ▭▭▭▭ ▭▭▭ ▭▭▭▭ ▭▭ ▭▭▭▭▭ ▭▭▭ ▭▭▭▭ ▭▭▭ ▭▭ ▭▭▭▭▭▭ ▭▭▭ ▭▭▭▭ ▭▭▭ ▭▭▭▭ ▭▭ ▭▭▭▭▭ ▭▭▭ ▭▭▭▭ ▭▭▭ ▭▭ ▭▭▭▭▭▭ ▭▭▭ ▭▭▭▭ ▭▭▭ ▭▭▭▭ ▭▭ ▭▭▭▭▭ ▭▭▭ ▭▭▭▭ ▭▭▭ ▭▭ ▭▭▭▭▭▭ ▭▭▭ ▭▭▭▭ ▭▭▭ ▭▭▭▭ ▭▭ ▭▭▭▭▭ ▭▭▭ ▭▭▭▭ ▭▭▭ ▭▭ ▭▭▭▭▭▭ ▭▭▭ ▭▭▭▭ ▭▭▭ ▭▭▭▭ ▭▭ ▭▭▭▭▭ ▭▭▭ ▭▭▭▭ ▭▭▭ ▭▭ ▭▭▭▭▭▭ ▭▭▭ ▭▭▭▭ ▭▭▭ ▭▭▭▭ ▭▭ ▭▭▭▭▭ ▭▭▭ ▭▭▭▭ ▭▭▭ ▭▭ ▭▭▭▭▭▭ ▭▭▭ ▭▭▭▭ ▭▭▭ ▭▭▭▭ ▭▭ ▭▭▭▭▭ ▭▭▭ ▭▭▭▭ ▭▭▭ ▭▭ ▭▭▭▭▭▭ ▭▭▭ ▭▭▭▭ ▭▭▭ ▭▭▭▭ ▭▭ ▭▭▭▭▭ ▭▭▭ ▭▭▭▭ ▭▭▭ ▭▭ ▭▭▭▭▭▭ ▭▭▭ ▭▭▭▭ ▭▭▭ ▭▭▭▭ ▭▭ ▭▭▭▭▭ ▭▭▭ ▭▭▭▭ ▭▭▭ ▭▭ ▭▭▭▭▭▭ ▭▭▭ ▭▭▭▭ ▭▭▭ ▭▭▭▭ ▭▭ ▭▭▭▭▭ ▭▭▭ ▭▭▭▭ ▭▭▭ ▭▭ ▭▭▭▭▭▭ ▭▭▭ ▭▭▭▭ ▭▭▭ ▭▭▭▭ ▭▭ ▭▭▭▭▭ ▭▭▭ ▭▭▭▭ ▭▭▭ ▭▭ ▭▭▭▭▭▭ ▭▭▭ ▭▭▭▭ ▭▭▭ ▭▭▭▭ ▭▭ ▭▭▭▭▭ ▭▭▭ ▭▭▭▭ ▭▭▭ ▭▭ ▭▭▭▭▭▭ ▭▭▭ ▭▭▭▭ ▭▭▭ ▭▭▭▭ ▭▭ ▭▭▭▭▭ ▭▭▭ ▭▭▭▭ ▭▭▭ ▭▭ ▭▭▭▭▭▭ ▭▭▭ ▭▭▭▭ ▭▭▭ ▭▭▭▭ ▭▭ ▭▭▭▭▭ ▭▭▭ ▭▭▭▭ ▭▭▭ ▭▭ ▭▭▭▭▭▭ ▭▭▭ ▭▭▭▭ ▭▭▭ ▭▭▭▭ ▭▭ ▭▭▭▭▭ ▭▭▭ ▭▭▭▭ ▭▭▭ ▭▭ ▭▭▭▭▭▭ ▭▭▭ ▭▭▭▭ ▭▭▭ ▭▭▭▭ ▭▭ ▭▭▭▭▭ ▭▭▭ ▭▭▭▭ ▭▭▭ ▭▭ ▭▭▭▭▭▭ ▭▭▭ ▭▭▭▭ ▭▭▭ ▭▭▭▭ ▭▭ ▭▭▭▭▭ ▭▭▭ ▭▭▭▭ ▭▭▭ ▭▭ ▭▭▭▭▭▭ ▭▭▭ ▭▭▭▭ ▭▭▭ ▭▭▭▭ ▭▭ ▭▭▭▭▭ ▭▭▭ ▭▭▭▭ ▭▭▭ ▭▭ ▭▭▭▭▭▭ ▭▭▭ ▭▭▭▭ ▭▭▭ ▭▭▭▭ ▭▭ ▭▭▭▭▭ ▭▭▭ ▭▭▭▭ ▭▭▭ ▭▭ ▭▭▭▭▭▭ ▭▭▭ ▭▭▭▭ ▭▭▭ ▭▭▭▭ ▭▭ ▭▭▭▭▭ ▭▭▭ ▭▭▭▭ ▭▭▭ ▭▭ ▭▭▭▭▭▭ ▭▭▭ ▭▭▭▭ ▭▭▭ ▭▭▭▭ ▭▭ ▭▭▭▭▭ ▭▭▭ ▭▭▭▭ ▭▭▭ ▭▭ ▭▭▭▭▭▭ ▭▭▭ ▭▭▭▭ ▭▭▭ ▭▭▭▭ ▭▭ ▭▭▭▭▭ ▭▭▭ ▭▭▭▭ ▭▭▭ ▭▭ ▭▭▭▭▭▭ ▭▭▭ ▭▭▭▭ ▭▭▭ ▭▭▭▭ ▭▭ ▭▭▭▭▭ ▭▭▭ ▭▭▭▭ ▭▭▭ ▭▭ ▭▭▭▭▭▭ ▭▭▭ ▭▭▭▭ ▭▭▭ ▭▭▭▭ ▭▭ ▭▭▭▭▭ ▭▭▭ ▭▭▭▭ ▭▭▭ ▭▭ ▭▭▭▭▭▭ ▭▭▭ ▭▭▭▭ ▭▭▭ ▭▭▭▭ ▭▭ ▭▭▭▭▭ ▭▭▭ ▭▭▭▭ ▭▭▭ ▭▭ ▭▭▭▭▭▭ ▭▭▭ ▭▭▭▭ ▭▭▭ ▭▭▭▭ ▭▭ ▭▭▭▭▭ ▭▭▭ ▭▭▭▭ ▭▭▭ ▭▭ ▭▭▭▭▭▭ ▭▭▭ ▭▭▭▭ ▭▭▭ ▭▭▭▭ ▭▭ ▭▭▭▭▭ ▭▭▭ ▭▭▭▭ ▭▭▭ ▭▭ ▭▭▭▭▭▭ ▭▭▭ ▭▭▭▭ ▭▭▭ ▭▭▭▭ ▭▭ ▭▭▭▭▭ ▭▭▭ ▭▭▭▭ ▭▭▭ ▭▭ ▭▭▭▭▭▭ ▭▭▭ ▭▭▭▭ ▭▭▭ ▭▭▭▭ ▭▭ ▭▭▭▭▭ ▭▭▭ ▭▭▭▭ ▭▭▭ ▭▭ ▭▭▭▭▭▭ ▭▭▭ ▭▭▭▭ ▭▭▭ ▭▭▭▭ ▭▭ ▭▭▭▭▭ ▭▭▭ ▭▭▭▭ ▭▭▭ ▭▭ ▭▭▭▭▭▭ ▭▭▭ ▭▭▭▭ ▭▭▭ ▭▭▭▭ ▭▭ ▭▭▭▭▭ ▭▭▭ ▭▭▭▭ ▭▭▭ ▭▭ ▭▭▭▭▭▭ ▭▭▭ ▭▭▭▭ ▭▭▭ ▭▭▭▭ ▭▭ ▭▭▭▭▭ ▭▭▭ ▭▭▭▭ ▭▭▭ ▭▭ ▭▭▭▭▭▭ ▭▭▭ ▭▭▭▭ ▭▭▭ ▭▭▭▭ ▭▭ ▭▭▭▭▭ ▭▭▭ ▭▭▭▭ ▭▭▭ ▭▭ ▭▭▭▭▭▭ ▭▭▭ ▭▭▭▭ ▭▭▭ ▭▭▭▭ ▭▭ ▭▭▭▭▭ ▭▭▭ ▭▭▭▭ ▭▭▭ ▭▭ ▭▭▭▭▭▭ ▭▭▭ ▭▭▭▭ ▭▭▭ ▭▭▭▭ ▭▭ ▭▭▭▭▭ ▭▭▭ ▭▭▭▭ ▭▭▭ ▭▭ ▭▭▭▭▭▭ ▭▭▭ ▭▭▭▭ ▭▭▭ ▭▭▭▭ ▭▭ ▭▭▭▭▭ ▭▭▭ ▭▭▭▭ ▭▭▭ ▭▭ ▭▭▭▭▭▭ ▭▭▭ ▭▭▭▭ ▭▭▭ ▭▭▭▭ ▭▭ ▭▭▭▭▭ ▭▭▭ ▭▭▭▭ ▭▭▭ ▭▭ ▭▭▭▭▭▭ ▭▭▭ ▭▭▭▭ ▭▭▭ ▭▭▭▭ ▭▭ ▭▭▭▭▭ ▭▭▭ ▭▭▭▭ ▭▭▭ ▭▭ ▭▭▭▭▭▭ ▭▭▭ ▭▭▭▭ ▭▭▭ ▭▭▭▭ ▭▭ ▭▭▭▭▭ ▭▭▭ ▭▭▭▭ ▭▭▭ ▭▭ ▭▭▭▭▭▭ ▭▭▭ ▭▭▭▭ ▭▭▭ ▭▭▭▭ ▭▭ ▭▭▭▭▭ ▭▭▭ ▭▭▭▭ ▭▭▭ ▭▭ ▭▭▭▭▭▭ ▭▭▭ ▭▭▭▭ ▭▭▭ ▭▭▭▭ ▭▭ ▭▭▭▭▭ ▭▭▭ ▭▭▭▭ ▭▭▭ ▭▭ ▭▭▭▭▭▭ ▭▭▭ ▭▭▭▭ ▭▭▭ ▭▭▭▭ ▭▭ ▭▭▭▭▭ ▭▭▭ ▭▭▭▭ ▭▭▭ ▭▭ ▭▭▭▭▭▭ ▭▭▭ ▭▭▭▭ ▭▭▭ ▭▭▭▭ ▭▭ ▭▭▭▭▭ ▭▭▭ ▭▭▭▭ ▭▭▭ ▭▭ ▭▭▭▭▭▭ ▭▭▭ ▭▭▭▭ ▭▭▭ ▭▭▭▭ ▭▭ ▭▭▭▭▭ ▭▭▭ ▭▭▭▭ ▭▭▭ ▭▭ ▭▭▭▭▭▭ ▭▭▭ ▭▭▭▭ ▭▭▭ ▭▭▭▭ ▭▭ ▭▭▭▭▭ ▭▭▭ ▭▭▭▭ ▭▭▭ ▭▭ ▭▭▭▭▭▭ ▭▭▭ ▭▭▭▭ ▭▭▭ ▭▭▭▭ ▭▭ ▭▭▭▭▭ ▭▭▭ ▭▭▭▭ ▭▭▭ ▭▭ ▭▭▭▭▭▭ ▭▭▭ ▭▭▭▭ ▭▭▭ ▭▭▭▭ ▭▭ ▭▭▭▭▭ ▭▭▭ ▭▭▭▭ ▭▭▭ ▭▭ ▭▭▭▭▭▭ ▭▭▭ ▭▭▭▭ ▭▭▭ ▭▭▭▭ ▭▭ ▭▭▭▭▭ ▭▭▭ ▭▭▭▭ ▭▭▭ ▭▭ ▭▭▭▭▭▭ ▭▭▭ ▭▭▭▭ ▭▭▭ ▭▭▭▭ ▭▭ ▭▭▭▭▭ ▭▭▭ ▭▭▭▭ ▭▭▭ ▭▭ ▭▭▭▭▭▭ ▭▭▭ ▭▭▭▭ ▭▭▭ ▭▭▭▭ ▭▭ ▭▭▭▭▭ ▭▭▭ ▭▭▭▭ ▭▭▭ ▭▭ ▭▭▭▭▭▭ ▭▭▭ ▭▭▭▭ ▭▭▭ ▭▭▭▭ ▭▭ ▭▭▭▭▭ ▭▭▭ ▭▭▭▭ ▭▭▭ ▭▭ ▭▭▭▭▭▭ ▭▭▭ ▭▭▭▭ ▭▭▭ ▭▭▭▭ ▭▭ ▭▭▭▭▭ ▭▭▭ ▭▭▭▭ ▭▭▭ ▭▭ ▭▭▭▭▭▭ ▭▭▭ ▭▭▭▭ ▭▭▭ ▭▭▭▭ ▭▭ ▭▭▭▭▭ ▭▭▭ ▭▭▭▭ ▭▭▭ ▭▭ ▭▭▭▭▭▭ ▭▭▭ ▭▭▭▭ ▭▭▭ ▭▭▭▭ ▭▭ ▭▭▭▭▭ ▭▭▭ ▭▭▭▭ ▭▭▭ ▭▭ ▭▭▭▭▭▭ ▭▭▭ ▭▭▭▭ ▭▭▭ ▭▭▭▭ ▭▭ ▭▭▭▭▭ ▭▭▭ ▭▭▭▭ ▭▭▭ ▭▭ ▭▭▭▭▭▭ ▭▭▭ ▭▭▭▭ ▭▭▭ ▭▭▭▭ ▭▭ ▭▭▭▭▭ ▭▭▭ ▭▭▭▭ ▭▭▭ ▭▭ ▭▭▭▭▭▭ ▭▭▭ ▭▭▭▭ ▭▭▭ ▭▭▭▭ ▭▭ ▭▭▭▭▭ ▭▭▭ ▭▭▭▭ ▭▭▭ ▭▭ ▭▭▭▭▭▭ ▭▭▭ ▭▭▭▭ ▭▭▭ ▭▭▭▭ ▭▭ ▭▭▭▭▭ ▭▭▭ ▭▭▭▭ ▭▭▭ ▭▭ ▭▭▭▭▭▭ ▭▭▭ ▭▭▭▭ ▭▭▭ ▭▭▭▭ ▭▭ ▭▭▭▭▭ ▭▭▭ ▭▭▭▭ ▭▭▭ ▭▭ ▭▭▭▭▭▭ ▭▭▭ ▭▭▭▭ ▭▭▭ ▭▭▭▭ ▭▭ ▭▭▭▭▭ ▭▭▭ ▭▭▭▭ ▭▭▭ ▭▭ ▭▭▭▭▭▭ ▭▭▭ ▭▭▭▭ ▭▭▭ ▭▭▭▭ ▭▭ ▭▭▭▭▭ ▭▭▭ ▭▭▭▭ ▭▭▭ ▭▭ ▭▭▭▭▭▭ ▭▭▭ ▭▭▭▭ ▭▭▭ ▭▭▭▭ ▭▭ ▭▭▭▭▭ ▭▭▭ ▭▭▭▭ ▭▭▭ ▭▭ ▭▭▭▭▭▭ ▭▭▭ ▭▭▭▭ ▭▭▭ ▭▭▭▭ ▭▭ ▭▭▭▭▭ ▭▭▭ ▭▭▭▭ ▭▭▭ ▭▭ ▭▭▭▭▭▭ ▭▭▭ ▭▭▭▭ ▭▭▭ ▭▭▭▭ ▭▭ ▭▭▭▭▭ ▭▭▭ ▭▭▭▭ ▭▭▭ ▭▭ ▭▭▭▭▭▭ ▭▭▭ ▭▭▭▭ ▭▭▭ ▭▭▭▭ ▭▭ ▭▭▭▭▭ ▭▭▭ ▭▭▭▭ ▭▭▭ ▭▭ ▭▭▭▭▭▭ ▭▭▭ ▭▭▭▭ ▭▭▭ ▭▭▭▭ ▭▭ ▭▭▭▭▭ ▭▭▭ ▭▭▭▭ ▭▭▭ ▭▭ ▭▭▭▭▭▭ ▭▭▭ ▭▭▭▭ ▭▭▭ ▭▭▭▭ ▭▭ ▭▭▭▭▭ ▭▭▭ ▭▭▭▭ ▭▭▭ ▭▭ ▭▭▭▭▭▭ ▭▭▭ ▭▭▭▭ ▭▭▭ ▭▭▭▭ ▭▭ ▭▭▭▭▭ ▭▭▭ ▭▭▭▭ ▭▭▭ ▭▭ ▭▭▭▭▭▭ ▭▭▭ ▭▭▭▭ ▭▭▭ ▭▭▭▭ ▭▭ ▭▭▭▭▭ ▭▭▭ ▭▭▭▭ ▭▭▭ ▭▭ ▭▭▭▭▭▭ ▭▭▭ ▭▭▭▭ ▭▭▭ ▭▭▭▭ ▭▭ ▭▭▭▭▭ ▭▭▭ ▭▭▭▭ ▭▭▭ ▭▭ ▭▭▭▭▭▭ ▭▭▭ ▭▭▭▭ <box>983 60 1134 1382</box>
section-heading: CLOTHING FOR SALE <box>26 879 176 891</box>
display-ad <box>26 103 176 115</box>
illegible-small-print: ▭▭▭ ▭▭▭▭ ▭▭ ▭▭▭▭▭ ▭▭▭ ▭▭▭▭ ▭▭▭ ▭▭ ▭▭▭▭▭▭ ▭▭▭ ▭▭▭▭ ▭▭▭ ▭▭▭▭ ▭▭ ▭▭▭▭▭ ▭▭▭ ▭▭▭▭ ▭▭▭ ▭▭ ▭▭▭▭▭▭ ▭▭▭ ▭▭▭▭ ▭▭▭ ▭▭▭▭ ▭▭ ▭▭▭▭▭ ▭▭▭ ▭▭▭▭ ▭▭▭ ▭▭ ▭▭▭▭▭▭ ▭▭▭ ▭▭▭▭ ▭▭▭ ▭▭▭▭ ▭▭ ▭▭▭▭▭ ▭▭▭ ▭▭▭▭ ▭▭▭ ▭▭ ▭▭▭▭▭▭ ▭▭▭ ▭▭▭▭ ▭▭▭ ▭▭▭▭ ▭▭ ▭▭▭▭▭ ▭▭▭ ▭▭▭▭ ▭▭▭ ▭▭ ▭▭▭▭▭▭ ▭▭▭ ▭▭▭▭ ▭▭▭ ▭▭▭▭ ▭▭ ▭▭▭▭▭ ▭▭▭ ▭▭▭▭ ▭▭▭ ▭▭ ▭▭▭▭▭▭ ▭▭▭ ▭▭▭▭ ▭▭▭ ▭▭▭▭ ▭▭ ▭▭▭▭▭ ▭▭▭ ▭▭▭▭ ▭▭▭ ▭▭ ▭▭▭▭▭▭ ▭▭▭ ▭▭▭▭ ▭▭▭ ▭▭▭▭ ▭▭ ▭▭▭▭▭ ▭▭▭ ▭▭▭▭ ▭▭▭ ▭▭ ▭▭▭▭▭▭ ▭▭▭ ▭▭▭▭ ▭▭▭ ▭▭▭▭ ▭▭ ▭▭▭▭▭ ▭▭▭ ▭▭▭▭ ▭▭▭ ▭▭ ▭▭▭▭▭▭ ▭▭▭ ▭▭▭▭ ▭▭▭ ▭▭▭▭ ▭▭ ▭▭▭▭▭ ▭▭▭ ▭▭▭▭ ▭▭▭ ▭▭ ▭▭▭▭▭▭ ▭▭▭ ▭▭▭▭ ▭▭▭ ▭▭▭▭ ▭▭ ▭▭▭▭▭ ▭▭▭ ▭▭▭▭ ▭▭▭ ▭▭ ▭▭▭▭▭▭ ▭▭▭ ▭▭▭▭ ▭▭▭ ▭▭▭▭ ▭▭ ▭▭▭▭▭ ▭▭▭ ▭▭▭▭ ▭▭▭ ▭▭ ▭▭▭▭▭▭ ▭▭▭ ▭▭▭▭ ▭▭▭ ▭▭▭▭ ▭▭ ▭▭▭▭▭ ▭▭▭ ▭▭▭▭ ▭▭▭ ▭▭ ▭▭▭▭▭▭ ▭▭▭ ▭▭▭▭ ▭▭▭ ▭▭▭▭ ▭▭ ▭▭▭▭▭ ▭▭▭ ▭▭▭▭ ▭▭▭ ▭▭ ▭▭▭▭▭▭ ▭▭▭ ▭▭▭▭ ▭▭▭ ▭▭▭▭ ▭▭ ▭▭▭▭▭ ▭▭▭ ▭▭▭▭ ▭▭▭ ▭▭ ▭▭▭▭▭▭ ▭▭▭ ▭▭▭▭ ▭▭▭ ▭▭▭▭ ▭▭ ▭▭▭▭▭ ▭▭▭ ▭▭▭▭ ▭▭▭ ▭▭ ▭▭▭▭▭▭ ▭▭▭ ▭▭▭▭ ▭▭▭ ▭▭▭▭ ▭▭ ▭▭▭▭▭ ▭▭▭ ▭▭▭▭ ▭▭▭ ▭▭ ▭▭▭▭▭▭ ▭▭▭ ▭▭▭▭ ▭▭▭ ▭▭▭▭ ▭▭ ▭▭▭▭▭ ▭▭▭ ▭▭▭▭ ▭▭▭ ▭▭ ▭▭▭▭▭▭ ▭▭▭ ▭▭▭▭ ▭▭▭ ▭▭▭▭ ▭▭ ▭▭▭▭▭ ▭▭▭ ▭▭▭▭ ▭▭▭ ▭▭ ▭▭▭▭▭▭ ▭▭▭ ▭▭▭▭ ▭▭▭ ▭▭▭▭ ▭▭ ▭▭▭▭▭ ▭▭▭ ▭▭▭▭ ▭▭▭ ▭▭ ▭▭▭▭▭▭ ▭▭▭ ▭▭▭▭ ▭▭▭ ▭▭▭▭ ▭▭ ▭▭▭▭▭ ▭▭▭ ▭▭▭▭ ▭▭▭ ▭▭ ▭▭▭▭▭▭ ▭▭▭ ▭▭▭▭ ▭▭▭ ▭▭▭▭ ▭▭ ▭▭▭▭▭ ▭▭▭ ▭▭▭▭ ▭▭▭ ▭▭ ▭▭▭▭▭▭ ▭▭▭ ▭▭▭▭ ▭▭▭ ▭▭▭▭ ▭▭ ▭▭▭▭▭ ▭▭▭ ▭▭▭▭ ▭▭▭ ▭▭ ▭▭▭▭▭▭ ▭▭▭ ▭▭▭▭ ▭▭▭ ▭▭▭▭ ▭▭ ▭▭▭▭▭ ▭▭▭ ▭▭▭▭ ▭▭▭ ▭▭ ▭▭▭▭▭▭ ▭▭▭ ▭▭▭▭ ▭▭▭ ▭▭▭▭ ▭▭ ▭▭▭▭▭ ▭▭▭ ▭▭▭▭ ▭▭▭ ▭▭ ▭▭▭▭▭▭ ▭▭▭ ▭▭▭▭ ▭▭▭ ▭▭▭▭ ▭▭ ▭▭▭▭▭ ▭▭▭ ▭▭▭▭ ▭▭▭ ▭▭ ▭▭▭▭▭▭ ▭▭▭ ▭▭▭▭ ▭▭▭ ▭▭▭▭ ▭▭ ▭▭▭▭▭ ▭▭▭ ▭▭▭▭ ▭▭▭ ▭▭ ▭▭▭▭▭▭ ▭▭▭ ▭▭▭▭ ▭▭▭ ▭▭▭▭ ▭▭ ▭▭▭▭▭ ▭▭▭ ▭▭▭▭ ▭▭▭ ▭▭ ▭▭▭▭▭▭ ▭▭▭ ▭▭▭▭ ▭▭▭ ▭▭▭▭ ▭▭ ▭▭▭▭▭ ▭▭▭ ▭▭▭▭ ▭▭▭ ▭▭ ▭▭▭▭▭▭ ▭▭▭ ▭▭▭▭ ▭▭▭ ▭▭▭▭ ▭▭ ▭▭▭▭▭ ▭▭▭ ▭▭▭▭ ▭▭▭ ▭▭ ▭▭▭▭▭▭ ▭▭▭ ▭▭▭▭ ▭▭▭ ▭▭▭▭ ▭▭ ▭▭▭▭▭ ▭▭▭ ▭▭▭▭ ▭▭▭ ▭▭ ▭▭▭▭▭▭ ▭▭▭ ▭▭▭▭ ▭▭▭ ▭▭▭▭ ▭▭ ▭▭▭▭▭ ▭▭▭ ▭▭▭▭ ▭▭▭ ▭▭ ▭▭▭▭▭▭ ▭▭▭ ▭▭▭▭ ▭▭▭ ▭▭▭▭ ▭▭ ▭▭▭▭▭ ▭▭▭ ▭▭▭▭ ▭▭▭ ▭▭ ▭▭▭▭▭▭ ▭▭▭ ▭▭▭▭ ▭▭▭ ▭▭▭▭ ▭▭ ▭▭▭▭▭ ▭▭▭ ▭▭▭▭ ▭▭▭ ▭▭ ▭▭▭▭▭▭ ▭▭▭ ▭▭▭▭ ▭▭▭ ▭▭▭▭ ▭▭ ▭▭▭▭▭ ▭▭▭ ▭▭▭▭ ▭▭▭ ▭▭ ▭▭▭▭▭▭ ▭▭▭ ▭▭▭▭ ▭▭▭ ▭▭▭▭ ▭▭ ▭▭▭▭▭ ▭▭▭ ▭▭▭▭ ▭▭▭ ▭▭ ▭▭▭▭▭▭ ▭▭▭ ▭▭▭▭ ▭▭▭ ▭▭▭▭ ▭▭ ▭▭▭▭▭ ▭▭▭ ▭▭▭▭ ▭▭▭ ▭▭ ▭▭▭▭▭▭ ▭▭▭ ▭▭▭▭ ▭▭▭ ▭▭▭▭ ▭▭ ▭▭▭▭▭ ▭▭▭ ▭▭▭▭ ▭▭▭ ▭▭ ▭▭▭▭▭▭ ▭▭▭ ▭▭▭▭ ▭▭▭ ▭▭▭▭ ▭▭ ▭▭▭▭▭ ▭▭▭ ▭▭▭▭ ▭▭▭ ▭▭ ▭▭▭▭▭▭ ▭▭▭ ▭▭▭▭ ▭▭▭ ▭▭▭▭ ▭▭ ▭▭▭▭▭ ▭▭▭ ▭▭▭▭ ▭▭▭ ▭▭ ▭▭▭▭▭▭ ▭▭▭ ▭▭▭▭ <box>504 498 655 979</box>
illegible-small-print: ▭▭▭ ▭▭▭▭ ▭▭ ▭▭▭▭▭ ▭▭▭ ▭▭▭▭ ▭▭▭ ▭▭ ▭▭▭▭▭▭ ▭▭▭ ▭▭▭▭ ▭▭▭ ▭▭▭▭ ▭▭ ▭▭▭▭▭ ▭▭▭ ▭▭▭▭ ▭▭▭ ▭▭ ▭▭▭▭▭▭ ▭▭▭ ▭▭▭▭ ▭▭▭ ▭▭▭▭ ▭▭ ▭▭▭▭▭ ▭▭▭ ▭▭▭▭ ▭▭▭ ▭▭ ▭▭▭▭▭▭ ▭▭▭ ▭▭▭▭ ▭▭▭ ▭▭▭▭ ▭▭ ▭▭▭▭▭ ▭▭▭ ▭▭▭▭ ▭▭▭ ▭▭ ▭▭▭▭▭▭ ▭▭▭ ▭▭▭▭ ▭▭▭ ▭▭▭▭ ▭▭ ▭▭▭▭▭ ▭▭▭ ▭▭▭▭ ▭▭▭ ▭▭ ▭▭▭▭▭▭ ▭▭▭ ▭▭▭▭ ▭▭▭ ▭▭▭▭ ▭▭ ▭▭▭▭▭ ▭▭▭ ▭▭▭▭ ▭▭▭ ▭▭ ▭▭▭▭▭▭ ▭▭▭ ▭▭▭▭ ▭▭▭ ▭▭▭▭ ▭▭ ▭▭▭▭▭ ▭▭▭ ▭▭▭▭ ▭▭▭ ▭▭ ▭▭▭▭▭▭ ▭▭▭ ▭▭▭▭ ▭▭▭ ▭▭▭▭ ▭▭ ▭▭▭▭▭ ▭▭▭ ▭▭▭▭ ▭▭▭ ▭▭ ▭▭▭▭▭▭ ▭▭▭ ▭▭▭▭ ▭▭▭ ▭▭▭▭ ▭▭ ▭▭▭▭▭ ▭▭▭ ▭▭▭▭ ▭▭▭ ▭▭ ▭▭▭▭▭▭ ▭▭▭ ▭▭▭▭ ▭▭▭ ▭▭▭▭ ▭▭ ▭▭▭▭▭ ▭▭▭ ▭▭▭▭ ▭▭▭ ▭▭ ▭▭▭▭▭▭ ▭▭▭ ▭▭▭▭ ▭▭▭ ▭▭▭▭ ▭▭ ▭▭▭▭▭ ▭▭▭ ▭▭▭▭ ▭▭▭ ▭▭ ▭▭▭▭▭▭ ▭▭▭ ▭▭▭▭ ▭▭▭ ▭▭▭▭ ▭▭ ▭▭▭▭▭ ▭▭▭ ▭▭▭▭ ▭▭▭ ▭▭ ▭▭▭▭▭▭ ▭▭▭ ▭▭▭▭ ▭▭▭ ▭▭▭▭ ▭▭ ▭▭▭▭▭ ▭▭▭ ▭▭▭▭ ▭▭▭ ▭▭ ▭▭▭▭▭▭ ▭▭▭ ▭▭▭▭ ▭▭▭ ▭▭▭▭ ▭▭ ▭▭▭▭▭ ▭▭▭ ▭▭▭▭ ▭▭▭ ▭▭ ▭▭▭▭▭▭ ▭▭▭ ▭▭▭▭ ▭▭▭ ▭▭▭▭ ▭▭ ▭▭▭▭▭ ▭▭▭ ▭▭▭▭ ▭▭▭ ▭▭ ▭▭▭▭▭▭ ▭▭▭ ▭▭▭▭ ▭▭▭ ▭▭▭▭ ▭▭ ▭▭▭▭▭ ▭▭▭ ▭▭▭▭ ▭▭▭ ▭▭ ▭▭▭▭▭▭ ▭▭▭ ▭▭▭▭ ▭▭▭ ▭▭▭▭ ▭▭ ▭▭▭▭▭ ▭▭▭ ▭▭▭▭ ▭▭▭ ▭▭ ▭▭▭▭▭▭ ▭▭▭ ▭▭▭▭ ▭▭▭ ▭▭▭▭ ▭▭ ▭▭▭▭▭ ▭▭▭ ▭▭▭▭ ▭▭▭ ▭▭ ▭▭▭▭▭▭ ▭▭▭ ▭▭▭▭ ▭▭▭ ▭▭▭▭ ▭▭ ▭▭▭▭▭ ▭▭▭ ▭▭▭▭ ▭▭▭ ▭▭ ▭▭▭▭▭▭ ▭▭▭ ▭▭▭▭ ▭▭▭ ▭▭▭▭ ▭▭ ▭▭▭▭▭ ▭▭▭ ▭▭▭▭ ▭▭▭ ▭▭ ▭▭▭▭▭▭ ▭▭▭ ▭▭▭▭ ▭▭▭ ▭▭▭▭ ▭▭ ▭▭▭▭▭ ▭▭▭ ▭▭▭▭ ▭▭▭ ▭▭ ▭▭▭▭▭▭ ▭▭▭ ▭▭▭▭ ▭▭▭ ▭▭▭▭ ▭▭ ▭▭▭▭▭ ▭▭▭ ▭▭▭▭ ▭▭▭ ▭▭ ▭▭▭▭▭▭ ▭▭▭ ▭▭▭▭ <box>823 1399 974 1666</box>
display-ad-line: FAULKNER <box>1191 953 1246 965</box>
section-heading: SUMMER RESORTS <box>26 1109 176 1122</box>
display-ad <box>26 739 176 763</box>
display-ad <box>345 802 496 823</box>
masthead <box>22 13 1298 37</box>
display-ad <box>26 696 176 720</box>
display-ad-line: FURNISHED ROOMS <box>689 115 789 127</box>
display-ad <box>186 138 336 164</box>
illegible-small-print: ▭▭▭ ▭▭▭▭ ▭▭ ▭▭▭▭▭ ▭▭▭ ▭▭▭▭ ▭▭▭ ▭▭ ▭▭▭▭▭▭ ▭▭▭ ▭▭▭▭ ▭▭▭ ▭▭▭▭ ▭▭ ▭▭▭▭▭ ▭▭▭ ▭▭▭▭ ▭▭▭ ▭▭ ▭▭▭▭▭▭ ▭▭▭ ▭▭▭▭ <box>26 1124 176 1155</box>
section-heading: FLATS FOR SALE <box>983 1936 1134 1948</box>
display-ad-line: 3450 INDIANA AVENUE <box>60 1180 143 1190</box>
display-ad-line: AUCTION AUCTION <box>213 60 308 72</box>
classified-label-right: CLASSIFIED <box>977 18 1045 31</box>
illegible-small-print: ▭▭▭ ▭▭▭▭ ▭▭ ▭▭▭▭▭ ▭▭▭ ▭▭▭▭ ▭▭▭ ▭▭ ▭▭▭▭▭▭ ▭▭▭ ▭▭▭▭ ▭▭▭ ▭▭▭▭ ▭▭ ▭▭▭▭▭ ▭▭▭ ▭▭▭▭ ▭▭▭ ▭▭ ▭▭▭▭▭▭ ▭▭▭ ▭▭▭▭ ▭▭▭ ▭▭▭▭ ▭▭ ▭▭▭▭▭ ▭▭▭ ▭▭▭▭ ▭▭▭ ▭▭ ▭▭▭▭▭▭ ▭▭▭ ▭▭▭▭ ▭▭▭ ▭▭▭▭ ▭▭ ▭▭▭▭▭ ▭▭▭ ▭▭▭▭ ▭▭▭ ▭▭ ▭▭▭▭▭▭ ▭▭▭ ▭▭▭▭ <box>185 1294 336 1346</box>
display-ad-line: A. E. AVERY <box>72 748 131 760</box>
illegible-small-print: ▭▭▭ ▭▭▭▭ ▭▭ ▭▭▭▭▭ ▭▭▭ ▭▭▭▭ ▭▭▭ ▭▭ ▭▭▭▭▭▭ ▭▭▭ ▭▭▭▭ ▭▭▭ ▭▭▭▭ ▭▭ ▭▭▭▭▭ ▭▭▭ ▭▭▭▭ ▭▭▭ ▭▭ ▭▭▭▭▭▭ ▭▭▭ ▭▭▭▭ ▭▭▭ ▭▭▭▭ ▭▭ ▭▭▭▭▭ ▭▭▭ ▭▭▭▭ ▭▭▭ ▭▭ ▭▭▭▭▭▭ ▭▭▭ ▭▭▭▭ ▭▭▭ ▭▭▭▭ ▭▭ ▭▭▭▭▭ ▭▭▭ ▭▭▭▭ ▭▭▭ ▭▭ ▭▭▭▭▭▭ ▭▭▭ ▭▭▭▭ ▭▭▭ ▭▭▭▭ ▭▭ ▭▭▭▭▭ ▭▭▭ ▭▭▭▭ ▭▭▭ ▭▭ ▭▭▭▭▭▭ ▭▭▭ ▭▭▭▭ ▭▭▭ ▭▭▭▭ ▭▭ ▭▭▭▭▭ ▭▭▭ ▭▭▭▭ ▭▭▭ ▭▭ ▭▭▭▭▭▭ ▭▭▭ ▭▭▭▭ ▭▭▭ ▭▭▭▭ ▭▭ ▭▭▭▭▭ ▭▭▭ ▭▭▭▭ ▭▭▭ ▭▭ ▭▭▭▭▭▭ ▭▭▭ ▭▭▭▭ ▭▭▭ ▭▭▭▭ ▭▭ ▭▭▭▭▭ ▭▭▭ ▭▭▭▭ ▭▭▭ ▭▭ ▭▭▭▭▭▭ ▭▭▭ ▭▭▭▭ ▭▭▭ ▭▭▭▭ ▭▭ ▭▭▭▭▭ ▭▭▭ ▭▭▭▭ ▭▭▭ ▭▭ ▭▭▭▭▭▭ ▭▭▭ ▭▭▭▭ ▭▭▭ ▭▭▭▭ ▭▭ ▭▭▭▭▭ ▭▭▭ ▭▭▭▭ ▭▭▭ ▭▭ ▭▭▭▭▭▭ ▭▭▭ ▭▭▭▭ ▭▭▭ ▭▭▭▭ ▭▭ ▭▭▭▭▭ ▭▭▭ ▭▭▭▭ ▭▭▭ ▭▭ ▭▭▭▭▭▭ ▭▭▭ ▭▭▭▭ ▭▭▭ ▭▭▭▭ ▭▭ ▭▭▭▭▭ ▭▭▭ ▭▭▭▭ ▭▭▭ ▭▭ ▭▭▭▭▭▭ ▭▭▭ ▭▭▭▭ ▭▭▭ ▭▭▭▭ ▭▭ ▭▭▭▭▭ ▭▭▭ ▭▭▭▭ ▭▭▭ ▭▭ ▭▭▭▭▭▭ ▭▭▭ ▭▭▭▭ ▭▭▭ ▭▭▭▭ ▭▭ ▭▭▭▭▭ ▭▭▭ ▭▭▭▭ ▭▭▭ ▭▭ ▭▭▭▭▭▭ ▭▭▭ ▭▭▭▭ ▭▭▭ ▭▭▭▭ ▭▭ ▭▭▭▭▭ ▭▭▭ ▭▭▭▭ ▭▭▭ ▭▭ ▭▭▭▭▭▭ ▭▭▭ ▭▭▭▭ ▭▭▭ ▭▭▭▭ ▭▭ ▭▭▭▭▭ ▭▭▭ ▭▭▭▭ ▭▭▭ ▭▭ ▭▭▭▭▭▭ ▭▭▭ ▭▭▭▭ ▭▭▭ ▭▭▭▭ ▭▭ ▭▭▭▭▭ ▭▭▭ ▭▭▭▭ ▭▭▭ ▭▭ ▭▭▭▭▭▭ ▭▭▭ ▭▭▭▭ ▭▭▭ ▭▭▭▭ ▭▭ ▭▭▭▭▭ ▭▭▭ ▭▭▭▭ ▭▭▭ ▭▭ ▭▭▭▭▭▭ ▭▭▭ ▭▭▭▭ ▭▭▭ ▭▭▭▭ ▭▭ ▭▭▭▭▭ ▭▭▭ ▭▭▭▭ ▭▭▭ ▭▭ ▭▭▭▭▭▭ ▭▭▭ ▭▭▭▭ ▭▭▭ ▭▭▭▭ ▭▭ ▭▭▭▭▭ ▭▭▭ ▭▭▭▭ ▭▭▭ ▭▭ ▭▭▭▭▭▭ ▭▭▭ ▭▭▭▭ ▭▭▭ ▭▭▭▭ ▭▭ ▭▭▭▭▭ ▭▭▭ ▭▭▭▭ ▭▭▭ ▭▭ ▭▭▭▭▭▭ ▭▭▭ ▭▭▭▭ ▭▭▭ ▭▭▭▭ ▭▭ ▭▭▭▭▭ ▭▭▭ ▭▭▭▭ ▭▭▭ ▭▭ ▭▭▭▭▭▭ ▭▭▭ ▭▭▭▭ ▭▭▭ ▭▭▭▭ ▭▭ ▭▭▭▭▭ ▭▭▭ ▭▭▭▭ ▭▭▭ ▭▭ ▭▭▭▭▭▭ ▭▭▭ ▭▭▭▭ ▭▭▭ ▭▭▭▭ ▭▭ ▭▭▭▭▭ ▭▭▭ ▭▭▭▭ ▭▭▭ ▭▭ ▭▭▭▭▭▭ ▭▭▭ ▭▭▭▭ ▭▭▭ ▭▭▭▭ ▭▭ ▭▭▭▭▭ ▭▭▭ ▭▭▭▭ ▭▭▭ ▭▭ ▭▭▭▭▭▭ ▭▭▭ ▭▭▭▭ ▭▭▭ ▭▭▭▭ ▭▭ ▭▭▭▭▭ ▭▭▭ ▭▭▭▭ ▭▭▭ ▭▭ ▭▭▭▭▭▭ ▭▭▭ ▭▭▭▭ ▭▭▭ ▭▭▭▭ ▭▭ ▭▭▭▭▭ ▭▭▭ ▭▭▭▭ ▭▭▭ ▭▭ ▭▭▭▭▭▭ ▭▭▭ ▭▭▭▭ ▭▭▭ ▭▭▭▭ ▭▭ ▭▭▭▭▭ ▭▭▭ ▭▭▭▭ ▭▭▭ ▭▭ ▭▭▭▭▭▭ ▭▭▭ ▭▭▭▭ ▭▭▭ ▭▭▭▭ ▭▭ ▭▭▭▭▭ ▭▭▭ ▭▭▭▭ ▭▭▭ ▭▭ ▭▭▭▭▭▭ ▭▭▭ ▭▭▭▭ ▭▭▭ ▭▭▭▭ ▭▭ ▭▭▭▭▭ ▭▭▭ ▭▭▭▭ ▭▭▭ ▭▭ ▭▭▭▭▭▭ ▭▭▭ ▭▭▭▭ ▭▭▭ ▭▭▭▭ ▭▭ ▭▭▭▭▭ ▭▭▭ ▭▭▭▭ ▭▭▭ ▭▭ ▭▭▭▭▭▭ ▭▭▭ ▭▭▭▭ ▭▭▭ ▭▭▭▭ ▭▭ ▭▭▭▭▭ ▭▭▭ ▭▭▭▭ ▭▭▭ ▭▭ ▭▭▭▭▭▭ ▭▭▭ ▭▭▭▭ ▭▭▭ ▭▭▭▭ ▭▭ ▭▭▭▭▭ ▭▭▭ ▭▭▭▭ ▭▭▭ ▭▭ ▭▭▭▭▭▭ ▭▭▭ ▭▭▭▭ ▭▭▭ ▭▭▭▭ ▭▭ ▭▭▭▭▭ ▭▭▭ ▭▭▭▭ ▭▭▭ ▭▭ ▭▭▭▭▭▭ ▭▭▭ ▭▭▭▭ ▭▭▭ ▭▭▭▭ ▭▭ ▭▭▭▭▭ ▭▭▭ ▭▭▭▭ ▭▭▭ ▭▭ ▭▭▭▭▭▭ ▭▭▭ ▭▭▭▭ ▭▭▭ ▭▭▭▭ ▭▭ ▭▭▭▭▭ ▭▭▭ ▭▭▭▭ ▭▭▭ ▭▭ ▭▭▭▭▭▭ ▭▭▭ ▭▭▭▭ ▭▭▭ ▭▭▭▭ ▭▭ ▭▭▭▭▭ ▭▭▭ ▭▭▭▭ ▭▭▭ ▭▭ ▭▭▭▭▭▭ ▭▭▭ ▭▭▭▭ ▭▭▭ ▭▭▭▭ ▭▭ ▭▭▭▭▭ ▭▭▭ ▭▭▭▭ ▭▭▭ ▭▭ ▭▭▭▭▭▭ ▭▭▭ ▭▭▭▭ ▭▭▭ ▭▭▭▭ ▭▭ ▭▭▭▭▭ ▭▭▭ ▭▭▭▭ ▭▭▭ ▭▭ ▭▭▭▭▭▭ ▭▭▭ ▭▭▭▭ ▭▭▭ ▭▭▭▭ ▭▭ ▭▭▭▭▭ ▭▭▭ ▭▭▭▭ ▭▭▭ ▭▭ ▭▭▭▭▭▭ ▭▭▭ ▭▭▭▭ <box>504 1036 655 1517</box>
display-ad-line: BUREAU <box>563 1731 596 1741</box>
illegible-small-print: ▭▭▭ ▭▭▭▭ ▭▭ ▭▭▭▭▭ ▭▭▭ ▭▭▭▭ ▭▭▭ ▭▭ ▭▭▭▭▭▭ ▭▭▭ ▭▭▭▭ ▭▭▭ ▭▭▭▭ ▭▭ ▭▭▭▭▭ ▭▭▭ ▭▭▭▭ ▭▭▭ ▭▭ ▭▭▭▭▭▭ ▭▭▭ ▭▭▭▭ ▭▭▭ ▭▭▭▭ ▭▭ ▭▭▭▭▭ ▭▭▭ ▭▭▭▭ ▭▭▭ ▭▭ ▭▭▭▭▭▭ ▭▭▭ ▭▭▭▭ ▭▭▭ ▭▭▭▭ ▭▭ ▭▭▭▭▭ ▭▭▭ ▭▭▭▭ ▭▭▭ ▭▭ ▭▭▭▭▭▭ ▭▭▭ ▭▭▭▭ ▭▭▭ ▭▭▭▭ ▭▭ ▭▭▭▭▭ ▭▭▭ ▭▭▭▭ ▭▭▭ ▭▭ ▭▭▭▭▭▭ ▭▭▭ ▭▭▭▭ ▭▭▭ ▭▭▭▭ ▭▭ ▭▭▭▭▭ ▭▭▭ ▭▭▭▭ ▭▭▭ ▭▭ ▭▭▭▭▭▭ ▭▭▭ ▭▭▭▭ ▭▭▭ ▭▭▭▭ ▭▭ ▭▭▭▭▭ ▭▭▭ ▭▭▭▭ ▭▭▭ ▭▭ ▭▭▭▭▭▭ ▭▭▭ ▭▭▭▭ ▭▭▭ ▭▭▭▭ ▭▭ ▭▭▭▭▭ ▭▭▭ ▭▭▭▭ ▭▭▭ ▭▭ ▭▭▭▭▭▭ ▭▭▭ ▭▭▭▭ ▭▭▭ ▭▭▭▭ ▭▭ ▭▭▭▭▭ ▭▭▭ ▭▭▭▭ ▭▭▭ ▭▭ ▭▭▭▭▭▭ ▭▭▭ ▭▭▭▭ ▭▭▭ ▭▭▭▭ ▭▭ ▭▭▭▭▭ ▭▭▭ ▭▭▭▭ ▭▭▭ ▭▭ ▭▭▭▭▭▭ ▭▭▭ ▭▭▭▭ ▭▭▭ ▭▭▭▭ ▭▭ ▭▭▭▭▭ ▭▭▭ ▭▭▭▭ ▭▭▭ ▭▭ ▭▭▭▭▭▭ ▭▭▭ ▭▭▭▭ ▭▭▭ ▭▭▭▭ ▭▭ ▭▭▭▭▭ ▭▭▭ ▭▭▭▭ ▭▭▭ ▭▭ ▭▭▭▭▭▭ ▭▭▭ ▭▭▭▭ ▭▭▭ ▭▭▭▭ ▭▭ ▭▭▭▭▭ ▭▭▭ ▭▭▭▭ ▭▭▭ ▭▭ ▭▭▭▭▭▭ ▭▭▭ ▭▭▭▭ ▭▭▭ ▭▭▭▭ ▭▭ ▭▭▭▭▭ ▭▭▭ ▭▭▭▭ ▭▭▭ ▭▭ ▭▭▭▭▭▭ ▭▭▭ ▭▭▭▭ ▭▭▭ ▭▭▭▭ ▭▭ ▭▭▭▭▭ ▭▭▭ ▭▭▭▭ ▭▭▭ ▭▭ ▭▭▭▭▭▭ ▭▭▭ ▭▭▭▭ ▭▭▭ ▭▭▭▭ ▭▭ ▭▭▭▭▭ ▭▭▭ ▭▭▭▭ ▭▭▭ ▭▭ ▭▭▭▭▭▭ ▭▭▭ ▭▭▭▭ ▭▭▭ ▭▭▭▭ ▭▭ ▭▭▭▭▭ ▭▭▭ ▭▭▭▭ ▭▭▭ ▭▭ ▭▭▭▭▭▭ ▭▭▭ ▭▭▭▭ ▭▭▭ ▭▭▭▭ ▭▭ ▭▭▭▭▭ ▭▭▭ ▭▭▭▭ ▭▭▭ ▭▭ ▭▭▭▭▭▭ ▭▭▭ ▭▭▭▭ ▭▭▭ ▭▭▭▭ ▭▭ ▭▭▭▭▭ ▭▭▭ ▭▭▭▭ ▭▭▭ ▭▭ ▭▭▭▭▭▭ ▭▭▭ ▭▭▭▭ ▭▭▭ ▭▭▭▭ ▭▭ ▭▭▭▭▭ ▭▭▭ ▭▭▭▭ ▭▭▭ ▭▭ ▭▭▭▭▭▭ ▭▭▭ ▭▭▭▭ ▭▭▭ ▭▭▭▭ ▭▭ ▭▭▭▭▭ ▭▭▭ ▭▭▭▭ ▭▭▭ ▭▭ ▭▭▭▭▭▭ ▭▭▭ ▭▭▭▭ ▭▭▭ ▭▭▭▭ ▭▭ ▭▭▭▭▭ ▭▭▭ ▭▭▭▭ ▭▭▭ ▭▭ ▭▭▭▭▭▭ ▭▭▭ ▭▭▭▭ ▭▭▭ ▭▭▭▭ ▭▭ ▭▭▭▭▭ ▭▭▭ ▭▭▭▭ ▭▭▭ ▭▭ ▭▭▭▭▭▭ ▭▭▭ ▭▭▭▭ ▭▭▭ ▭▭▭▭ ▭▭ ▭▭▭▭▭ ▭▭▭ ▭▭▭▭ ▭▭▭ ▭▭ ▭▭▭▭▭▭ ▭▭▭ ▭▭▭▭ ▭▭▭ ▭▭▭▭ ▭▭ ▭▭▭▭▭ ▭▭▭ ▭▭▭▭ ▭▭▭ ▭▭ ▭▭▭▭▭▭ ▭▭▭ ▭▭▭▭ ▭▭▭ ▭▭▭▭ ▭▭ ▭▭▭▭▭ ▭▭▭ ▭▭▭▭ ▭▭▭ ▭▭ ▭▭▭▭▭▭ ▭▭▭ ▭▭▭▭ ▭▭▭ ▭▭▭▭ ▭▭ ▭▭▭▭▭ ▭▭▭ ▭▭▭▭ ▭▭▭ ▭▭ ▭▭▭▭▭▭ ▭▭▭ ▭▭▭▭ ▭▭▭ ▭▭▭▭ ▭▭ ▭▭▭▭▭ ▭▭▭ ▭▭▭▭ ▭▭▭ ▭▭ ▭▭▭▭▭▭ ▭▭▭ ▭▭▭▭ ▭▭▭ ▭▭▭▭ ▭▭ ▭▭▭▭▭ ▭▭▭ ▭▭▭▭ ▭▭▭ ▭▭ ▭▭▭▭▭▭ ▭▭▭ ▭▭▭▭ ▭▭▭ ▭▭▭▭ ▭▭ ▭▭▭▭▭ ▭▭▭ ▭▭▭▭ ▭▭▭ ▭▭ ▭▭▭▭▭▭ ▭▭▭ ▭▭▭▭ ▭▭▭ ▭▭▭▭ ▭▭ ▭▭▭▭▭ ▭▭▭ ▭▭▭▭ ▭▭▭ ▭▭ ▭▭▭▭▭▭ ▭▭▭ ▭▭▭▭ ▭▭▭ ▭▭▭▭ ▭▭ ▭▭▭▭▭ ▭▭▭ ▭▭▭▭ ▭▭▭ ▭▭ ▭▭▭▭▭▭ ▭▭▭ ▭▭▭▭ ▭▭▭ ▭▭▭▭ ▭▭ ▭▭▭▭▭ ▭▭▭ ▭▭▭▭ ▭▭▭ ▭▭ ▭▭▭▭▭▭ ▭▭▭ ▭▭▭▭ ▭▭▭ ▭▭▭▭ ▭▭ ▭▭▭▭▭ ▭▭▭ ▭▭▭▭ ▭▭▭ ▭▭ ▭▭▭▭▭▭ ▭▭▭ ▭▭▭▭ ▭▭▭ ▭▭▭▭ ▭▭ ▭▭▭▭▭ ▭▭▭ ▭▭▭▭ ▭▭▭ ▭▭ ▭▭▭▭▭▭ ▭▭▭ ▭▭▭▭ ▭▭▭ ▭▭▭▭ ▭▭ ▭▭▭▭▭ ▭▭▭ ▭▭▭▭ ▭▭▭ ▭▭ ▭▭▭▭▭▭ ▭▭▭ ▭▭▭▭ ▭▭▭ ▭▭▭▭ ▭▭ ▭▭▭▭▭ ▭▭▭ ▭▭▭▭ ▭▭▭ ▭▭ ▭▭▭▭▭▭ ▭▭▭ ▭▭▭▭ ▭▭▭ ▭▭▭▭ ▭▭ ▭▭▭▭▭ ▭▭▭ ▭▭▭▭ ▭▭▭ ▭▭ ▭▭▭▭▭▭ ▭▭▭ ▭▭▭▭ ▭▭▭ ▭▭▭▭ ▭▭ ▭▭▭▭▭ ▭▭▭ ▭▭▭▭ ▭▭▭ ▭▭ ▭▭▭▭▭▭ ▭▭▭ ▭▭▭▭ ▭▭▭ ▭▭▭▭ ▭▭ ▭▭▭▭▭ ▭▭▭ ▭▭▭▭ ▭▭▭ ▭▭ ▭▭▭▭▭▭ ▭▭▭ ▭▭▭▭ ▭▭▭ ▭▭▭▭ ▭▭ ▭▭▭▭▭ ▭▭▭ ▭▭▭▭ ▭▭▭ ▭▭ ▭▭▭▭▭▭ ▭▭▭ ▭▭▭▭ ▭▭▭ ▭▭▭▭ ▭▭ ▭▭▭▭▭ ▭▭▭ ▭▭▭▭ ▭▭▭ ▭▭ ▭▭▭▭▭▭ ▭▭▭ ▭▭▭▭ ▭▭▭ ▭▭▭▭ ▭▭ ▭▭▭▭▭ ▭▭▭ ▭▭▭▭ ▭▭▭ ▭▭ ▭▭▭▭▭▭ ▭▭▭ ▭▭▭▭ ▭▭▭ ▭▭▭▭ ▭▭ ▭▭▭▭▭ ▭▭▭ ▭▭▭▭ ▭▭▭ ▭▭ ▭▭▭▭▭▭ ▭▭▭ ▭▭▭▭ ▭▭▭ ▭▭▭▭ ▭▭ ▭▭▭▭▭ ▭▭▭ ▭▭▭▭ ▭▭▭ ▭▭ ▭▭▭▭▭▭ ▭▭▭ ▭▭▭▭ ▭▭▭ ▭▭▭▭ ▭▭ ▭▭▭▭▭ ▭▭▭ ▭▭▭▭ ▭▭▭ ▭▭ ▭▭▭▭▭▭ ▭▭▭ ▭▭▭▭ ▭▭▭ ▭▭▭▭ ▭▭ ▭▭▭▭▭ ▭▭▭ ▭▭▭▭ ▭▭▭ ▭▭ ▭▭▭▭▭▭ ▭▭▭ ▭▭▭▭ ▭▭▭ ▭▭▭▭ ▭▭ ▭▭▭▭▭ ▭▭▭ ▭▭▭▭ ▭▭▭ ▭▭ ▭▭▭▭▭▭ ▭▭▭ ▭▭▭▭ ▭▭▭ ▭▭▭▭ ▭▭ ▭▭▭▭▭ ▭▭▭ ▭▭▭▭ ▭▭▭ ▭▭ ▭▭▭▭▭▭ ▭▭▭ ▭▭▭▭ ▭▭▭ ▭▭▭▭ ▭▭ ▭▭▭▭▭ ▭▭▭ ▭▭▭▭ ▭▭▭ ▭▭ ▭▭▭▭▭▭ ▭▭▭ ▭▭▭▭ ▭▭▭ ▭▭▭▭ ▭▭ ▭▭▭▭▭ ▭▭▭ ▭▭▭▭ ▭▭▭ ▭▭ ▭▭▭▭▭▭ ▭▭▭ ▭▭▭▭ ▭▭▭ ▭▭▭▭ ▭▭ ▭▭▭▭▭ ▭▭▭ ▭▭▭▭ ▭▭▭ ▭▭ ▭▭▭▭▭▭ ▭▭▭ ▭▭▭▭ ▭▭▭ ▭▭▭▭ ▭▭ ▭▭▭▭▭ ▭▭▭ ▭▭▭▭ ▭▭▭ ▭▭ ▭▭▭▭▭▭ ▭▭▭ ▭▭▭▭ ▭▭▭ ▭▭▭▭ ▭▭ ▭▭▭▭▭ ▭▭▭ ▭▭▭▭ ▭▭▭ ▭▭ ▭▭▭▭▭▭ ▭▭▭ ▭▭▭▭ ▭▭▭ ▭▭▭▭ ▭▭ ▭▭▭▭▭ ▭▭▭ ▭▭▭▭ ▭▭▭ ▭▭ ▭▭▭▭▭▭ ▭▭▭ ▭▭▭▭ ▭▭▭ ▭▭▭▭ ▭▭ ▭▭▭▭▭ ▭▭▭ ▭▭▭▭ ▭▭▭ ▭▭ ▭▭▭▭▭▭ ▭▭▭ ▭▭▭▭ ▭▭▭ ▭▭▭▭ ▭▭ ▭▭▭▭▭ ▭▭▭ ▭▭▭▭ ▭▭▭ ▭▭ ▭▭▭▭▭▭ ▭▭▭ ▭▭▭▭ ▭▭▭ ▭▭▭▭ ▭▭ ▭▭▭▭▭ ▭▭▭ ▭▭▭▭ ▭▭▭ ▭▭ ▭▭▭▭▭▭ ▭▭▭ ▭▭▭▭ ▭▭▭ ▭▭▭▭ ▭▭ ▭▭▭▭▭ ▭▭▭ ▭▭▭▭ ▭▭▭ ▭▭ ▭▭▭▭▭▭ ▭▭▭ ▭▭▭▭ ▭▭▭ ▭▭▭▭ ▭▭ ▭▭▭▭▭ ▭▭▭ ▭▭▭▭ ▭▭▭ ▭▭ ▭▭▭▭▭▭ ▭▭▭ ▭▭▭▭ ▭▭▭ ▭▭▭▭ ▭▭ ▭▭▭▭▭ ▭▭▭ ▭▭▭▭ ▭▭▭ ▭▭ ▭▭▭▭▭▭ ▭▭▭ ▭▭▭▭ ▭▭▭ ▭▭▭▭ ▭▭ ▭▭▭▭▭ ▭▭▭ ▭▭▭▭ ▭▭▭ ▭▭ ▭▭▭▭▭▭ ▭▭▭ ▭▭▭▭ ▭▭▭ ▭▭▭▭ ▭▭ ▭▭▭▭▭ ▭▭▭ ▭▭▭▭ ▭▭▭ ▭▭ ▭▭▭▭▭▭ ▭▭▭ ▭▭▭▭ ▭▭▭ ▭▭▭▭ ▭▭ ▭▭▭▭▭ ▭▭▭ ▭▭▭▭ ▭▭▭ ▭▭ ▭▭▭▭▭▭ ▭▭▭ ▭▭▭▭ ▭▭▭ ▭▭▭▭ ▭▭ ▭▭▭▭▭ ▭▭▭ ▭▭▭▭ ▭▭▭ ▭▭ ▭▭▭▭▭▭ ▭▭▭ ▭▭▭▭ ▭▭▭ ▭▭▭▭ ▭▭ ▭▭▭▭▭ ▭▭▭ ▭▭▭▭ ▭▭▭ ▭▭ ▭▭▭▭▭▭ ▭▭▭ ▭▭▭▭ ▭▭▭ ▭▭▭▭ ▭▭ ▭▭▭▭▭ ▭▭▭ ▭▭▭▭ ▭▭▭ ▭▭ ▭▭▭▭▭▭ ▭▭▭ ▭▭▭▭ ▭▭▭ ▭▭▭▭ ▭▭ ▭▭▭▭▭ ▭▭▭ ▭▭▭▭ ▭▭▭ ▭▭ ▭▭▭▭▭▭ ▭▭▭ ▭▭▭▭ ▭▭▭ ▭▭▭▭ ▭▭ ▭▭▭▭▭ ▭▭▭ ▭▭▭▭ ▭▭▭ ▭▭ ▭▭▭▭▭▭ ▭▭▭ ▭▭▭▭ ▭▭▭ ▭▭▭▭ ▭▭ ▭▭▭▭▭ ▭▭▭ ▭▭▭▭ ▭▭▭ ▭▭ ▭▭▭▭▭▭ ▭▭▭ ▭▭▭▭ ▭▭▭ ▭▭▭▭ ▭▭ ▭▭▭▭▭ ▭▭▭ ▭▭▭▭ ▭▭▭ ▭▭ ▭▭▭▭▭▭ ▭▭▭ ▭▭▭▭ ▭▭▭ ▭▭▭▭ ▭▭ ▭▭▭▭▭ ▭▭▭ ▭▭▭▭ ▭▭▭ ▭▭ ▭▭▭▭▭▭ ▭▭▭ ▭▭▭▭ ▭▭▭ ▭▭▭▭ ▭▭ ▭▭▭▭▭ ▭▭▭ ▭▭▭▭ ▭▭▭ ▭▭ ▭▭▭▭▭▭ ▭▭▭ ▭▭▭▭ ▭▭▭ ▭▭▭▭ ▭▭ ▭▭▭▭▭ ▭▭▭ ▭▭▭▭ ▭▭▭ ▭▭ ▭▭▭▭▭▭ ▭▭▭ ▭▭▭▭ ▭▭▭ ▭▭▭▭ ▭▭ ▭▭▭▭▭ ▭▭▭ ▭▭▭▭ ▭▭▭ ▭▭ ▭▭▭▭▭▭ ▭▭▭ ▭▭▭▭ ▭▭▭ ▭▭▭▭ ▭▭ ▭▭▭▭▭ ▭▭▭ ▭▭▭▭ ▭▭▭ ▭▭ ▭▭▭▭▭▭ ▭▭▭ ▭▭▭▭ ▭▭▭ ▭▭▭▭ ▭▭ ▭▭▭▭▭ ▭▭▭ ▭▭▭▭ ▭▭▭ ▭▭ ▭▭▭▭▭▭ ▭▭▭ ▭▭▭▭ ▭▭▭ ▭▭▭▭ ▭▭ ▭▭▭▭▭ ▭▭▭ ▭▭▭▭ ▭▭▭ ▭▭ ▭▭▭▭▭▭ ▭▭▭ ▭▭▭▭ ▭▭▭ ▭▭▭▭ ▭▭ ▭▭▭▭▭ ▭▭▭ ▭▭▭▭ ▭▭▭ ▭▭ ▭▭▭▭▭▭ ▭▭▭ ▭▭▭▭ ▭▭▭ ▭▭▭▭ ▭▭ ▭▭▭▭▭ ▭▭▭ ▭▭▭▭ ▭▭▭ ▭▭ ▭▭▭▭▭▭ ▭▭▭ ▭▭▭▭ ▭▭▭ ▭▭▭▭ ▭▭ ▭▭▭▭▭ ▭▭▭ ▭▭▭▭ ▭▭▭ ▭▭ ▭▭▭▭▭▭ ▭▭▭ ▭▭▭▭ ▭▭▭ ▭▭▭▭ ▭▭ ▭▭▭▭▭ ▭▭▭ ▭▭▭▭ ▭▭▭ ▭▭ ▭▭▭▭▭▭ ▭▭▭ ▭▭▭▭ ▭▭▭ ▭▭▭▭ ▭▭ ▭▭▭▭▭ ▭▭▭ ▭▭▭▭ ▭▭▭ ▭▭ ▭▭▭▭▭▭ ▭▭▭ ▭▭▭▭ ▭▭▭ ▭▭▭▭ ▭▭ ▭▭▭▭▭ ▭▭▭ ▭▭▭▭ ▭▭▭ ▭▭ ▭▭▭▭▭▭ ▭▭▭ ▭▭▭▭ ▭▭▭ ▭▭▭▭ ▭▭ ▭▭▭▭▭ ▭▭▭ ▭▭▭▭ ▭▭▭ ▭▭ ▭▭▭▭▭▭ ▭▭▭ ▭▭▭▭ ▭▭▭ ▭▭▭▭ ▭▭ ▭▭▭▭▭ ▭▭▭ ▭▭▭▭ ▭▭▭ ▭▭ ▭▭▭▭▭▭ ▭▭▭ ▭▭▭▭ ▭▭▭ ▭▭▭▭ ▭▭ ▭▭▭▭▭ ▭▭▭ ▭▭▭▭ ▭▭▭ ▭▭ ▭▭▭▭▭▭ ▭▭▭ ▭▭▭▭ ▭▭▭ ▭▭▭▭ ▭▭ ▭▭▭▭▭ ▭▭▭ ▭▭▭▭ ▭▭▭ ▭▭ ▭▭▭▭▭▭ ▭▭▭ ▭▭▭▭ ▭▭▭ ▭▭▭▭ ▭▭ ▭▭▭▭▭ ▭▭▭ ▭▭▭▭ ▭▭▭ ▭▭ ▭▭▭▭▭▭ ▭▭▭ ▭▭▭▭ ▭▭▭ ▭▭▭▭ ▭▭ ▭▭▭▭▭ ▭▭▭ ▭▭▭▭ ▭▭▭ ▭▭ ▭▭▭▭▭▭ ▭▭▭ ▭▭▭▭ ▭▭▭ ▭▭▭▭ ▭▭ ▭▭▭▭▭ ▭▭▭ ▭▭▭▭ ▭▭▭ ▭▭ ▭▭▭▭▭▭ ▭▭▭ ▭▭▭▭ ▭▭▭ ▭▭▭▭ ▭▭ ▭▭▭▭▭ ▭▭▭ ▭▭▭▭ ▭▭▭ ▭▭ ▭▭▭▭▭▭ ▭▭▭ ▭▭▭▭ ▭▭▭ ▭▭▭▭ ▭▭ ▭▭▭▭▭ ▭▭▭ ▭▭▭▭ ▭▭▭ ▭▭ ▭▭▭▭▭▭ ▭▭▭ ▭▭▭▭ ▭▭▭ ▭▭▭▭ ▭▭ ▭▭▭▭▭ ▭▭▭ ▭▭▭▭ ▭▭▭ ▭▭ ▭▭▭▭▭▭ ▭▭▭ ▭▭▭▭ ▭▭▭ ▭▭▭▭ ▭▭ ▭▭▭▭▭ ▭▭▭ ▭▭▭▭ ▭▭▭ ▭▭ ▭▭▭▭▭▭ ▭▭▭ ▭▭▭▭ ▭▭▭ ▭▭▭▭ ▭▭ ▭▭▭▭▭ ▭▭▭ ▭▭▭▭ ▭▭▭ ▭▭ ▭▭▭▭▭▭ ▭▭▭ ▭▭▭▭ ▭▭▭ ▭▭▭▭ ▭▭ ▭▭▭▭▭ ▭▭▭ ▭▭▭▭ ▭▭▭ ▭▭ ▭▭▭▭▭▭ ▭▭▭ ▭▭▭▭ ▭▭▭ ▭▭▭▭ ▭▭ ▭▭▭▭▭ ▭▭▭ ▭▭▭▭ ▭▭▭ ▭▭ ▭▭▭▭▭▭ ▭▭▭ ▭▭▭▭ ▭▭▭ ▭▭▭▭ ▭▭ ▭▭▭▭▭ ▭▭▭ ▭▭▭▭ ▭▭▭ ▭▭ ▭▭▭▭▭▭ ▭▭▭ ▭▭▭▭ ▭▭▭ ▭▭▭▭ ▭▭ ▭▭▭▭▭ ▭▭▭ ▭▭▭▭ ▭▭▭ ▭▭ ▭▭▭▭▭▭ ▭▭▭ ▭▭▭▭ ▭▭▭ ▭▭▭▭ ▭▭ ▭▭▭▭▭ ▭▭▭ ▭▭▭▭ ▭▭▭ ▭▭ ▭▭▭▭▭▭ ▭▭▭ ▭▭▭▭ ▭▭▭ ▭▭▭▭ ▭▭ ▭▭▭▭▭ ▭▭▭ ▭▭▭▭ ▭▭▭ ▭▭ ▭▭▭▭▭▭ ▭▭▭ ▭▭▭▭ ▭▭▭ ▭▭▭▭ ▭▭ ▭▭▭▭▭ ▭▭▭ ▭▭▭▭ ▭▭▭ ▭▭ ▭▭▭▭▭▭ ▭▭▭ ▭▭▭▭ ▭▭▭ ▭▭▭▭ ▭▭ ▭▭▭▭▭ ▭▭▭ ▭▭▭▭ ▭▭▭ ▭▭ ▭▭▭▭▭▭ ▭▭▭ ▭▭▭▭ ▭▭▭ ▭▭▭▭ ▭▭ ▭▭▭▭▭ ▭▭▭ ▭▭▭▭ ▭▭▭ ▭▭ ▭▭▭▭▭▭ ▭▭▭ ▭▭▭▭ ▭▭▭ ▭▭▭▭ ▭▭ ▭▭▭▭▭ ▭▭▭ ▭▭▭▭ ▭▭▭ ▭▭ ▭▭▭▭▭▭ ▭▭▭ ▭▭▭▭ ▭▭▭ ▭▭▭▭ ▭▭ ▭▭▭▭▭ ▭▭▭ ▭▭▭▭ ▭▭▭ ▭▭ ▭▭▭▭▭▭ ▭▭▭ ▭▭▭▭ ▭▭▭ ▭▭▭▭ ▭▭ ▭▭▭▭▭ ▭▭▭ ▭▭▭▭ ▭▭▭ ▭▭ ▭▭▭▭▭▭ ▭▭▭ ▭▭▭▭ ▭▭▭ ▭▭▭▭ ▭▭ ▭▭▭▭▭ ▭▭▭ ▭▭▭▭ ▭▭▭ ▭▭ ▭▭▭▭▭▭ ▭▭▭ ▭▭▭▭ ▭▭▭ ▭▭▭▭ ▭▭ ▭▭▭▭▭ ▭▭▭ ▭▭▭▭ ▭▭▭ ▭▭ ▭▭▭▭▭▭ ▭▭▭ ▭▭▭▭ <box>823 60 974 1382</box>
section-heading: HELP WANTED—MALE <box>505 982 656 994</box>
display-ad-line: Drexel 1513 <box>80 931 122 940</box>
display-ad-line: 4524-26 INDIANA AVENUE <box>692 90 786 99</box>
section-heading: UNFURNISHED ROOMS <box>824 1384 975 1396</box>
illegible-small-print: ▭▭▭ ▭▭▭▭ ▭▭ ▭▭▭▭▭ ▭▭▭ ▭▭▭▭ ▭▭▭ ▭▭ ▭▭▭▭▭▭ ▭▭▭ ▭▭▭▭ ▭▭▭ ▭▭▭▭ ▭▭ ▭▭▭▭▭ ▭▭▭ ▭▭▭▭ ▭▭▭ ▭▭ ▭▭▭▭▭▭ ▭▭▭ ▭▭▭▭ ▭▭▭ ▭▭▭▭ ▭▭ ▭▭▭▭▭ ▭▭▭ ▭▭▭▭ ▭▭▭ ▭▭ ▭▭▭▭▭▭ ▭▭▭ ▭▭▭▭ ▭▭▭ ▭▭▭▭ ▭▭ ▭▭▭▭▭ ▭▭▭ ▭▭▭▭ ▭▭▭ ▭▭ ▭▭▭▭▭▭ ▭▭▭ ▭▭▭▭ ▭▭▭ ▭▭▭▭ ▭▭ ▭▭▭▭▭ ▭▭▭ ▭▭▭▭ ▭▭▭ ▭▭ ▭▭▭▭▭▭ ▭▭▭ ▭▭▭▭ ▭▭▭ ▭▭▭▭ ▭▭ ▭▭▭▭▭ ▭▭▭ ▭▭▭▭ ▭▭▭ ▭▭ ▭▭▭▭▭▭ ▭▭▭ ▭▭▭▭ ▭▭▭ ▭▭▭▭ ▭▭ ▭▭▭▭▭ ▭▭▭ ▭▭▭▭ ▭▭▭ ▭▭ ▭▭▭▭▭▭ ▭▭▭ ▭▭▭▭ ▭▭▭ ▭▭▭▭ ▭▭ ▭▭▭▭▭ ▭▭▭ ▭▭▭▭ ▭▭▭ ▭▭ ▭▭▭▭▭▭ ▭▭▭ ▭▭▭▭ ▭▭▭ ▭▭▭▭ ▭▭ ▭▭▭▭▭ ▭▭▭ ▭▭▭▭ ▭▭▭ ▭▭ ▭▭▭▭▭▭ ▭▭▭ ▭▭▭▭ ▭▭▭ ▭▭▭▭ ▭▭ ▭▭▭▭▭ ▭▭▭ ▭▭▭▭ ▭▭▭ ▭▭ ▭▭▭▭▭▭ ▭▭▭ ▭▭▭▭ ▭▭▭ ▭▭▭▭ ▭▭ ▭▭▭▭▭ ▭▭▭ ▭▭▭▭ ▭▭▭ ▭▭ ▭▭▭▭▭▭ ▭▭▭ ▭▭▭▭ ▭▭▭ ▭▭▭▭ ▭▭ ▭▭▭▭▭ ▭▭▭ ▭▭▭▭ ▭▭▭ ▭▭ ▭▭▭▭▭▭ ▭▭▭ ▭▭▭▭ ▭▭▭ ▭▭▭▭ ▭▭ ▭▭▭▭▭ ▭▭▭ ▭▭▭▭ ▭▭▭ ▭▭ ▭▭▭▭▭▭ ▭▭▭ ▭▭▭▭ ▭▭▭ ▭▭▭▭ ▭▭ ▭▭▭▭▭ ▭▭▭ ▭▭▭▭ ▭▭▭ ▭▭ ▭▭▭▭▭▭ ▭▭▭ ▭▭▭▭ ▭▭▭ ▭▭▭▭ ▭▭ ▭▭▭▭▭ ▭▭▭ ▭▭▭▭ ▭▭▭ ▭▭ ▭▭▭▭▭▭ ▭▭▭ ▭▭▭▭ ▭▭▭ ▭▭▭▭ ▭▭ ▭▭▭▭▭ ▭▭▭ ▭▭▭▭ ▭▭▭ ▭▭ ▭▭▭▭▭▭ ▭▭▭ ▭▭▭▭ ▭▭▭ ▭▭▭▭ ▭▭ ▭▭▭▭▭ ▭▭▭ ▭▭▭▭ ▭▭▭ ▭▭ ▭▭▭▭▭▭ ▭▭▭ ▭▭▭▭ ▭▭▭ ▭▭▭▭ ▭▭ ▭▭▭▭▭ ▭▭▭ ▭▭▭▭ ▭▭▭ ▭▭ ▭▭▭▭▭▭ ▭▭▭ ▭▭▭▭ ▭▭▭ ▭▭▭▭ ▭▭ ▭▭▭▭▭ ▭▭▭ ▭▭▭▭ ▭▭▭ ▭▭ ▭▭▭▭▭▭ ▭▭▭ ▭▭▭▭ ▭▭▭ ▭▭▭▭ ▭▭ ▭▭▭▭▭ ▭▭▭ ▭▭▭▭ ▭▭▭ ▭▭ ▭▭▭▭▭▭ ▭▭▭ ▭▭▭▭ ▭▭▭ ▭▭▭▭ ▭▭ ▭▭▭▭▭ ▭▭▭ ▭▭▭▭ ▭▭▭ ▭▭ ▭▭▭▭▭▭ ▭▭▭ ▭▭▭▭ ▭▭▭ ▭▭▭▭ ▭▭ ▭▭▭▭▭ ▭▭▭ ▭▭▭▭ ▭▭▭ ▭▭ ▭▭▭▭▭▭ ▭▭▭ ▭▭▭▭ ▭▭▭ ▭▭▭▭ ▭▭ ▭▭▭▭▭ ▭▭▭ ▭▭▭▭ ▭▭▭ ▭▭ ▭▭▭▭▭▭ ▭▭▭ ▭▭▭▭ ▭▭▭ ▭▭▭▭ ▭▭ ▭▭▭▭▭ ▭▭▭ ▭▭▭▭ ▭▭▭ ▭▭ ▭▭▭▭▭▭ ▭▭▭ ▭▭▭▭ ▭▭▭ ▭▭▭▭ ▭▭ ▭▭▭▭▭ ▭▭▭ ▭▭▭▭ ▭▭▭ ▭▭ ▭▭▭▭▭▭ ▭▭▭ ▭▭▭▭ ▭▭▭ ▭▭▭▭ ▭▭ ▭▭▭▭▭ ▭▭▭ ▭▭▭▭ ▭▭▭ ▭▭ ▭▭▭▭▭▭ ▭▭▭ ▭▭▭▭ <box>26 317 176 635</box>
classified-ad: These cars have been inspected and guaranteed in good condition. Arrangements may be made for terms. <box>186 244 336 269</box>
display-ad-line: ENGLEWOOD EMPLOYMENT <box>527 1723 633 1732</box>
illegible-small-print: ▭▭▭ ▭▭▭▭ ▭▭ ▭▭▭▭▭ ▭▭▭ ▭▭▭▭ ▭▭▭ ▭▭ ▭▭▭▭▭▭ ▭▭▭ ▭▭▭▭ ▭▭▭ ▭▭▭▭ ▭▭ ▭▭▭▭▭ ▭▭▭ ▭▭▭▭ ▭▭▭ ▭▭ ▭▭▭▭▭▭ ▭▭▭ ▭▭▭▭ <box>504 1535 655 1564</box>
illegible-small-print: ▭▭▭ ▭▭▭▭ ▭▭ ▭▭▭▭▭ ▭▭▭ ▭▭▭▭ ▭▭▭ ▭▭ ▭▭▭▭▭▭ ▭▭▭ ▭▭▭▭ ▭▭▭ ▭▭▭▭ ▭▭ ▭▭▭▭▭ ▭▭▭ ▭▭▭▭ ▭▭▭ ▭▭ ▭▭▭▭▭▭ ▭▭▭ ▭▭▭▭ ▭▭▭ ▭▭▭▭ ▭▭ ▭▭▭▭▭ ▭▭▭ ▭▭▭▭ ▭▭▭ ▭▭ ▭▭▭▭▭▭ ▭▭▭ ▭▭▭▭ ▭▭▭ ▭▭▭▭ ▭▭ ▭▭▭▭▭ ▭▭▭ ▭▭▭▭ ▭▭▭ ▭▭ ▭▭▭▭▭▭ ▭▭▭ ▭▭▭▭ ▭▭▭ ▭▭▭▭ ▭▭ ▭▭▭▭▭ ▭▭▭ ▭▭▭▭ ▭▭▭ ▭▭ ▭▭▭▭▭▭ ▭▭▭ ▭▭▭▭ ▭▭▭ ▭▭▭▭ ▭▭ ▭▭▭▭▭ ▭▭▭ ▭▭▭▭ ▭▭▭ ▭▭ ▭▭▭▭▭▭ ▭▭▭ ▭▭▭▭ ▭▭▭ ▭▭▭▭ ▭▭ ▭▭▭▭▭ ▭▭▭ ▭▭▭▭ ▭▭▭ ▭▭ ▭▭▭▭▭▭ ▭▭▭ ▭▭▭▭ ▭▭▭ ▭▭▭▭ ▭▭ ▭▭▭▭▭ ▭▭▭ ▭▭▭▭ ▭▭▭ ▭▭ ▭▭▭▭▭▭ ▭▭▭ ▭▭▭▭ ▭▭▭ ▭▭▭▭ ▭▭ ▭▭▭▭▭ ▭▭▭ ▭▭▭▭ ▭▭▭ ▭▭ ▭▭▭▭▭▭ ▭▭▭ ▭▭▭▭ ▭▭▭ ▭▭▭▭ ▭▭ ▭▭▭▭▭ ▭▭▭ ▭▭▭▭ ▭▭▭ ▭▭ ▭▭▭▭▭▭ ▭▭▭ ▭▭▭▭ ▭▭▭ ▭▭▭▭ ▭▭ ▭▭▭▭▭ ▭▭▭ ▭▭▭▭ ▭▭▭ ▭▭ ▭▭▭▭▭▭ ▭▭▭ ▭▭▭▭ ▭▭▭ ▭▭▭▭ ▭▭ ▭▭▭▭▭ ▭▭▭ ▭▭▭▭ ▭▭▭ ▭▭ ▭▭▭▭▭▭ ▭▭▭ ▭▭▭▭ ▭▭▭ ▭▭▭▭ ▭▭ ▭▭▭▭▭ ▭▭▭ ▭▭▭▭ ▭▭▭ ▭▭ ▭▭▭▭▭▭ ▭▭▭ ▭▭▭▭ ▭▭▭ ▭▭▭▭ ▭▭ ▭▭▭▭▭ ▭▭▭ ▭▭▭▭ ▭▭▭ ▭▭ ▭▭▭▭▭▭ ▭▭▭ ▭▭▭▭ ▭▭▭ ▭▭▭▭ ▭▭ ▭▭▭▭▭ ▭▭▭ ▭▭▭▭ ▭▭▭ ▭▭ ▭▭▭▭▭▭ ▭▭▭ ▭▭▭▭ ▭▭▭ ▭▭▭▭ ▭▭ ▭▭▭▭▭ ▭▭▭ ▭▭▭▭ ▭▭▭ ▭▭ ▭▭▭▭▭▭ ▭▭▭ ▭▭▭▭ <box>185 1383 336 1576</box>
illegible-small-print: ▭▭▭ ▭▭▭▭ ▭▭ ▭▭▭▭▭ ▭▭▭ ▭▭▭▭ ▭▭▭ ▭▭ ▭▭▭▭▭▭ ▭▭▭ ▭▭▭▭ ▭▭▭ ▭▭▭▭ ▭▭ ▭▭▭▭▭ ▭▭▭ ▭▭▭▭ ▭▭▭ ▭▭ ▭▭▭▭▭▭ ▭▭▭ ▭▭▭▭ ▭▭▭ ▭▭▭▭ ▭▭ ▭▭▭▭▭ ▭▭▭ ▭▭▭▭ ▭▭▭ ▭▭ ▭▭▭▭▭▭ ▭▭▭ ▭▭▭▭ ▭▭▭ ▭▭▭▭ ▭▭ ▭▭▭▭▭ ▭▭▭ ▭▭▭▭ ▭▭▭ ▭▭ ▭▭▭▭▭▭ ▭▭▭ ▭▭▭▭ ▭▭▭ ▭▭▭▭ ▭▭ ▭▭▭▭▭ ▭▭▭ ▭▭▭▭ ▭▭▭ ▭▭ ▭▭▭▭▭▭ ▭▭▭ ▭▭▭▭ ▭▭▭ ▭▭▭▭ ▭▭ ▭▭▭▭▭ ▭▭▭ ▭▭▭▭ ▭▭▭ ▭▭ ▭▭▭▭▭▭ ▭▭▭ ▭▭▭▭ <box>504 1582 655 1657</box>
display-ad-line: HOMER R. LEWIS <box>58 696 143 709</box>
display-ad <box>345 617 496 630</box>
section-heading: FLATS FOR RENT <box>824 1978 975 1990</box>
display-ad <box>505 233 656 277</box>
display-ad-line: EMPLOYMENT AGENCY <box>536 1682 624 1692</box>
display-ad-line: MORE THAN <box>230 138 291 150</box>
display-ad <box>1143 973 1295 988</box>
section-heading: PERSONAL <box>26 44 176 57</box>
classified-ad: That the effects of poisonous germs in the blood are understood today as never before? Many persons do not realize that the BLOOD IS THE LIFE. <box>26 120 176 152</box>
display-ad-line: HERBS <box>52 258 150 291</box>
illegible-small-print: ▭▭▭ ▭▭▭▭ ▭▭ ▭▭▭▭▭ ▭▭▭ ▭▭▭▭ ▭▭▭ ▭▭ ▭▭▭▭▭▭ ▭▭▭ ▭▭▭▭ ▭▭▭ ▭▭▭▭ ▭▭ ▭▭▭▭▭ ▭▭▭ ▭▭▭▭ ▭▭▭ ▭▭ ▭▭▭▭▭▭ ▭▭▭ ▭▭▭▭ ▭▭▭ ▭▭▭▭ ▭▭ ▭▭▭▭▭ ▭▭▭ ▭▭▭▭ ▭▭▭ ▭▭ ▭▭▭▭▭▭ ▭▭▭ ▭▭▭▭ ▭▭▭ ▭▭▭▭ ▭▭ ▭▭▭▭▭ ▭▭▭ ▭▭▭▭ ▭▭▭ ▭▭ ▭▭▭▭▭▭ ▭▭▭ ▭▭▭▭ ▭▭▭ ▭▭▭▭ ▭▭ ▭▭▭▭▭ ▭▭▭ ▭▭▭▭ ▭▭▭ ▭▭ ▭▭▭▭▭▭ ▭▭▭ ▭▭▭▭ ▭▭▭ ▭▭▭▭ ▭▭ ▭▭▭▭▭ ▭▭▭ ▭▭▭▭ ▭▭▭ ▭▭ ▭▭▭▭▭▭ ▭▭▭ ▭▭▭▭ ▭▭▭ ▭▭▭▭ ▭▭ ▭▭▭▭▭ ▭▭▭ ▭▭▭▭ ▭▭▭ ▭▭ ▭▭▭▭▭▭ ▭▭▭ ▭▭▭▭ ▭▭▭ ▭▭▭▭ ▭▭ ▭▭▭▭▭ ▭▭▭ ▭▭▭▭ ▭▭▭ ▭▭ ▭▭▭▭▭▭ ▭▭▭ ▭▭▭▭ ▭▭▭ ▭▭▭▭ ▭▭ ▭▭▭▭▭ ▭▭▭ ▭▭▭▭ ▭▭▭ ▭▭ ▭▭▭▭▭▭ ▭▭▭ ▭▭▭▭ ▭▭▭ ▭▭▭▭ ▭▭ ▭▭▭▭▭ ▭▭▭ ▭▭▭▭ ▭▭▭ ▭▭ ▭▭▭▭▭▭ ▭▭▭ ▭▭▭▭ ▭▭▭ ▭▭▭▭ ▭▭ ▭▭▭▭▭ ▭▭▭ ▭▭▭▭ ▭▭▭ ▭▭ ▭▭▭▭▭▭ ▭▭▭ ▭▭▭▭ ▭▭▭ ▭▭▭▭ ▭▭ ▭▭▭▭▭ ▭▭▭ ▭▭▭▭ ▭▭▭ ▭▭ ▭▭▭▭▭▭ ▭▭▭ ▭▭▭▭ ▭▭▭ ▭▭▭▭ ▭▭ ▭▭▭▭▭ ▭▭▭ ▭▭▭▭ ▭▭▭ ▭▭ ▭▭▭▭▭▭ ▭▭▭ ▭▭▭▭ ▭▭▭ ▭▭▭▭ ▭▭ ▭▭▭▭▭ ▭▭▭ ▭▭▭▭ ▭▭▭ ▭▭ ▭▭▭▭▭▭ ▭▭▭ ▭▭▭▭ ▭▭▭ ▭▭▭▭ ▭▭ ▭▭▭▭▭ ▭▭▭ ▭▭▭▭ ▭▭▭ ▭▭ ▭▭▭▭▭▭ ▭▭▭ ▭▭▭▭ ▭▭▭ ▭▭▭▭ ▭▭ ▭▭▭▭▭ ▭▭▭ ▭▭▭▭ ▭▭▭ ▭▭ ▭▭▭▭▭▭ ▭▭▭ ▭▭▭▭ ▭▭▭ ▭▭▭▭ ▭▭ ▭▭▭▭▭ ▭▭▭ ▭▭▭▭ ▭▭▭ ▭▭ ▭▭▭▭▭▭ ▭▭▭ ▭▭▭▭ ▭▭▭ ▭▭▭▭ ▭▭ ▭▭▭▭▭ ▭▭▭ ▭▭▭▭ ▭▭▭ ▭▭ ▭▭▭▭▭▭ ▭▭▭ ▭▭▭▭ ▭▭▭ ▭▭▭▭ ▭▭ ▭▭▭▭▭ ▭▭▭ ▭▭▭▭ ▭▭▭ ▭▭ ▭▭▭▭▭▭ ▭▭▭ ▭▭▭▭ ▭▭▭ ▭▭▭▭ ▭▭ ▭▭▭▭▭ ▭▭▭ ▭▭▭▭ ▭▭▭ ▭▭ ▭▭▭▭▭▭ ▭▭▭ ▭▭▭▭ ▭▭▭ ▭▭▭▭ ▭▭ ▭▭▭▭▭ ▭▭▭ ▭▭▭▭ ▭▭▭ ▭▭ ▭▭▭▭▭▭ ▭▭▭ ▭▭▭▭ ▭▭▭ ▭▭▭▭ ▭▭ ▭▭▭▭▭ ▭▭▭ ▭▭▭▭ ▭▭▭ ▭▭ ▭▭▭▭▭▭ ▭▭▭ ▭▭▭▭ ▭▭▭ ▭▭▭▭ ▭▭ ▭▭▭▭▭ ▭▭▭ ▭▭▭▭ ▭▭▭ ▭▭ ▭▭▭▭▭▭ ▭▭▭ ▭▭▭▭ ▭▭▭ ▭▭▭▭ ▭▭ ▭▭▭▭▭ ▭▭▭ ▭▭▭▭ ▭▭▭ ▭▭ ▭▭▭▭▭▭ ▭▭▭ ▭▭▭▭ <box>185 529 336 818</box>
display-ad-line: 1923 MAXWELL CAB. <box>209 510 313 522</box>
section-heading: AGENTS WANTED <box>345 44 496 57</box>
illegible-small-print: ▭▭▭ ▭▭▭▭ ▭▭ ▭▭▭▭▭ ▭▭▭ ▭▭▭▭ ▭▭▭ ▭▭ ▭▭▭▭▭▭ ▭▭▭ ▭▭▭▭ ▭▭▭ ▭▭▭▭ ▭▭ ▭▭▭▭▭ ▭▭▭ ▭▭▭▭ ▭▭▭ ▭▭ ▭▭▭▭▭▭ ▭▭▭ ▭▭▭▭ ▭▭▭ ▭▭▭▭ ▭▭ ▭▭▭▭▭ ▭▭▭ ▭▭▭▭ ▭▭▭ ▭▭ ▭▭▭▭▭▭ ▭▭▭ ▭▭▭▭ ▭▭▭ ▭▭▭▭ ▭▭ ▭▭▭▭▭ ▭▭▭ ▭▭▭▭ ▭▭▭ ▭▭ ▭▭▭▭▭▭ ▭▭▭ ▭▭▭▭ ▭▭▭ ▭▭▭▭ ▭▭ ▭▭▭▭▭ ▭▭▭ ▭▭▭▭ ▭▭▭ ▭▭ ▭▭▭▭▭▭ ▭▭▭ ▭▭▭▭ ▭▭▭ ▭▭▭▭ ▭▭ ▭▭▭▭▭ ▭▭▭ ▭▭▭▭ ▭▭▭ ▭▭ ▭▭▭▭▭▭ ▭▭▭ ▭▭▭▭ ▭▭▭ ▭▭▭▭ ▭▭ ▭▭▭▭▭ ▭▭▭ ▭▭▭▭ ▭▭▭ ▭▭ ▭▭▭▭▭▭ ▭▭▭ ▭▭▭▭ ▭▭▭ ▭▭▭▭ ▭▭ ▭▭▭▭▭ ▭▭▭ ▭▭▭▭ ▭▭▭ ▭▭ ▭▭▭▭▭▭ ▭▭▭ ▭▭▭▭ ▭▭▭ ▭▭▭▭ ▭▭ ▭▭▭▭▭ ▭▭▭ ▭▭▭▭ ▭▭▭ ▭▭ ▭▭▭▭▭▭ ▭▭▭ ▭▭▭▭ ▭▭▭ ▭▭▭▭ ▭▭ ▭▭▭▭▭ ▭▭▭ ▭▭▭▭ ▭▭▭ ▭▭ ▭▭▭▭▭▭ ▭▭▭ ▭▭▭▭ ▭▭▭ ▭▭▭▭ ▭▭ ▭▭▭▭▭ ▭▭▭ ▭▭▭▭ ▭▭▭ ▭▭ ▭▭▭▭▭▭ ▭▭▭ ▭▭▭▭ ▭▭▭ ▭▭▭▭ ▭▭ ▭▭▭▭▭ ▭▭▭ ▭▭▭▭ ▭▭▭ ▭▭ ▭▭▭▭▭▭ ▭▭▭ ▭▭▭▭ ▭▭▭ ▭▭▭▭ ▭▭ ▭▭▭▭▭ ▭▭▭ ▭▭▭▭ ▭▭▭ ▭▭ ▭▭▭▭▭▭ ▭▭▭ ▭▭▭▭ ▭▭▭ ▭▭▭▭ ▭▭ ▭▭▭▭▭ ▭▭▭ ▭▭▭▭ ▭▭▭ ▭▭ ▭▭▭▭▭▭ ▭▭▭ ▭▭▭▭ ▭▭▭ ▭▭▭▭ ▭▭ ▭▭▭▭▭ ▭▭▭ ▭▭▭▭ ▭▭▭ ▭▭ ▭▭▭▭▭▭ ▭▭▭ ▭▭▭▭ ▭▭▭ ▭▭▭▭ ▭▭ ▭▭▭▭▭ ▭▭▭ ▭▭▭▭ ▭▭▭ ▭▭ ▭▭▭▭▭▭ ▭▭▭ ▭▭▭▭ ▭▭▭ ▭▭▭▭ ▭▭ ▭▭▭▭▭ ▭▭▭ ▭▭▭▭ ▭▭▭ ▭▭ ▭▭▭▭▭▭ ▭▭▭ ▭▭▭▭ ▭▭▭ ▭▭▭▭ ▭▭ ▭▭▭▭▭ ▭▭▭ ▭▭▭▭ ▭▭▭ ▭▭ ▭▭▭▭▭▭ ▭▭▭ ▭▭▭▭ ▭▭▭ ▭▭▭▭ ▭▭ ▭▭▭▭▭ ▭▭▭ ▭▭▭▭ ▭▭▭ ▭▭ ▭▭▭▭▭▭ ▭▭▭ ▭▭▭▭ ▭▭▭ ▭▭▭▭ ▭▭ ▭▭▭▭▭ ▭▭▭ ▭▭▭▭ ▭▭▭ ▭▭ ▭▭▭▭▭▭ ▭▭▭ ▭▭▭▭ ▭▭▭ ▭▭▭▭ ▭▭ ▭▭▭▭▭ ▭▭▭ ▭▭▭▭ ▭▭▭ ▭▭ ▭▭▭▭▭▭ ▭▭▭ ▭▭▭▭ ▭▭▭ ▭▭▭▭ ▭▭ ▭▭▭▭▭ ▭▭▭ ▭▭▭▭ ▭▭▭ ▭▭ ▭▭▭▭▭▭ ▭▭▭ ▭▭▭▭ ▭▭▭ ▭▭▭▭ ▭▭ ▭▭▭▭▭ ▭▭▭ ▭▭▭▭ ▭▭▭ ▭▭ ▭▭▭▭▭▭ ▭▭▭ ▭▭▭▭ ▭▭▭ ▭▭▭▭ ▭▭ ▭▭▭▭▭ ▭▭▭ ▭▭▭▭ ▭▭▭ ▭▭ ▭▭▭▭▭▭ ▭▭▭ ▭▭▭▭ ▭▭▭ ▭▭▭▭ ▭▭ ▭▭▭▭▭ ▭▭▭ ▭▭▭▭ ▭▭▭ ▭▭ ▭▭▭▭▭▭ ▭▭▭ ▭▭▭▭ ▭▭▭ ▭▭▭▭ ▭▭ ▭▭▭▭▭ ▭▭▭ ▭▭▭▭ ▭▭▭ ▭▭ ▭▭▭▭▭▭ ▭▭▭ ▭▭▭▭ ▭▭▭ ▭▭▭▭ ▭▭ ▭▭▭▭▭ ▭▭▭ ▭▭▭▭ ▭▭▭ ▭▭ ▭▭▭▭▭▭ ▭▭▭ ▭▭▭▭ ▭▭▭ ▭▭▭▭ ▭▭ ▭▭▭▭▭ ▭▭▭ ▭▭▭▭ ▭▭▭ ▭▭ ▭▭▭▭▭▭ ▭▭▭ ▭▭▭▭ ▭▭▭ ▭▭▭▭ ▭▭ ▭▭▭▭▭ ▭▭▭ ▭▭▭▭ ▭▭▭ ▭▭ ▭▭▭▭▭▭ ▭▭▭ ▭▭▭▭ ▭▭▭ ▭▭▭▭ ▭▭ ▭▭▭▭▭ ▭▭▭ ▭▭▭▭ ▭▭▭ ▭▭ ▭▭▭▭▭▭ ▭▭▭ ▭▭▭▭ ▭▭▭ ▭▭▭▭ ▭▭ ▭▭▭▭▭ ▭▭▭ ▭▭▭▭ ▭▭▭ ▭▭ ▭▭▭▭▭▭ ▭▭▭ ▭▭▭▭ ▭▭▭ ▭▭▭▭ ▭▭ ▭▭▭▭▭ ▭▭▭ ▭▭▭▭ ▭▭▭ ▭▭ ▭▭▭▭▭▭ ▭▭▭ ▭▭▭▭ ▭▭▭ ▭▭▭▭ ▭▭ ▭▭▭▭▭ ▭▭▭ ▭▭▭▭ ▭▭▭ ▭▭ ▭▭▭▭▭▭ ▭▭▭ ▭▭▭▭ ▭▭▭ ▭▭▭▭ ▭▭ ▭▭▭▭▭ ▭▭▭ ▭▭▭▭ ▭▭▭ ▭▭ ▭▭▭▭▭▭ ▭▭▭ ▭▭▭▭ ▭▭▭ ▭▭▭▭ ▭▭ ▭▭▭▭▭ ▭▭▭ ▭▭▭▭ ▭▭▭ ▭▭ ▭▭▭▭▭▭ ▭▭▭ ▭▭▭▭ ▭▭▭ ▭▭▭▭ ▭▭ ▭▭▭▭▭ ▭▭▭ ▭▭▭▭ ▭▭▭ ▭▭ ▭▭▭▭▭▭ ▭▭▭ ▭▭▭▭ ▭▭▭ ▭▭▭▭ ▭▭ ▭▭▭▭▭ ▭▭▭ ▭▭▭▭ ▭▭▭ ▭▭ ▭▭▭▭▭▭ ▭▭▭ ▭▭▭▭ ▭▭▭ ▭▭▭▭ ▭▭ ▭▭▭▭▭ ▭▭▭ ▭▭▭▭ ▭▭▭ ▭▭ ▭▭▭▭▭▭ ▭▭▭ ▭▭▭▭ ▭▭▭ ▭▭▭▭ ▭▭ ▭▭▭▭▭ ▭▭▭ ▭▭▭▭ ▭▭▭ ▭▭ ▭▭▭▭▭▭ ▭▭▭ ▭▭▭▭ ▭▭▭ ▭▭▭▭ ▭▭ ▭▭▭▭▭ ▭▭▭ ▭▭▭▭ ▭▭▭ ▭▭ ▭▭▭▭▭▭ ▭▭▭ ▭▭▭▭ ▭▭▭ ▭▭▭▭ ▭▭ ▭▭▭▭▭ ▭▭▭ ▭▭▭▭ ▭▭▭ ▭▭ ▭▭▭▭▭▭ ▭▭▭ ▭▭▭▭ ▭▭▭ ▭▭▭▭ ▭▭ ▭▭▭▭▭ ▭▭▭ ▭▭▭▭ ▭▭▭ ▭▭ ▭▭▭▭▭▭ ▭▭▭ ▭▭▭▭ ▭▭▭ ▭▭▭▭ ▭▭ ▭▭▭▭▭ ▭▭▭ ▭▭▭▭ ▭▭▭ ▭▭ ▭▭▭▭▭▭ ▭▭▭ ▭▭▭▭ ▭▭▭ ▭▭▭▭ ▭▭ ▭▭▭▭▭ ▭▭▭ ▭▭▭▭ ▭▭▭ ▭▭ ▭▭▭▭▭▭ ▭▭▭ ▭▭▭▭ <box>1143 82 1294 615</box>
display-ad <box>983 2065 1134 2080</box>
column-1 <box>22 42 181 2576</box>
display-ad-line: COMMERCIAL GUIDANCE <box>373 802 468 812</box>
display-ad-line: DO YOU KNOW? <box>70 103 131 112</box>
display-ad-line: WANTED <box>557 167 602 179</box>
display-ad-line: Salesman Will Sacrifice <box>59 905 143 914</box>
display-ad-line: AGENTS <box>392 60 449 75</box>
illegible-small-print: ▭▭▭ ▭▭▭▭ ▭▭ ▭▭▭▭▭ ▭▭▭ ▭▭▭▭ ▭▭▭ ▭▭ ▭▭▭▭▭▭ ▭▭▭ ▭▭▭▭ ▭▭▭ ▭▭▭▭ ▭▭ ▭▭▭▭▭ ▭▭▭ ▭▭▭▭ ▭▭▭ ▭▭ ▭▭▭▭▭▭ ▭▭▭ ▭▭▭▭ ▭▭▭ ▭▭▭▭ ▭▭ ▭▭▭▭▭ ▭▭▭ ▭▭▭▭ ▭▭▭ ▭▭ ▭▭▭▭▭▭ ▭▭▭ ▭▭▭▭ ▭▭▭ ▭▭▭▭ ▭▭ ▭▭▭▭▭ ▭▭▭ ▭▭▭▭ ▭▭▭ ▭▭ ▭▭▭▭▭▭ ▭▭▭ ▭▭▭▭ ▭▭▭ ▭▭▭▭ ▭▭ ▭▭▭▭▭ ▭▭▭ ▭▭▭▭ ▭▭▭ ▭▭ ▭▭▭▭▭▭ ▭▭▭ ▭▭▭▭ ▭▭▭ ▭▭▭▭ ▭▭ ▭▭▭▭▭ ▭▭▭ ▭▭▭▭ ▭▭▭ ▭▭ ▭▭▭▭▭▭ ▭▭▭ ▭▭▭▭ ▭▭▭ ▭▭▭▭ ▭▭ ▭▭▭▭▭ ▭▭▭ ▭▭▭▭ ▭▭▭ ▭▭ ▭▭▭▭▭▭ ▭▭▭ ▭▭▭▭ ▭▭▭ ▭▭▭▭ ▭▭ ▭▭▭▭▭ ▭▭▭ ▭▭▭▭ ▭▭▭ ▭▭ ▭▭▭▭▭▭ ▭▭▭ ▭▭▭▭ ▭▭▭ ▭▭▭▭ ▭▭ ▭▭▭▭▭ ▭▭▭ ▭▭▭▭ ▭▭▭ ▭▭ ▭▭▭▭▭▭ ▭▭▭ ▭▭▭▭ ▭▭▭ ▭▭▭▭ ▭▭ ▭▭▭▭▭ ▭▭▭ ▭▭▭▭ ▭▭▭ ▭▭ ▭▭▭▭▭▭ ▭▭▭ ▭▭▭▭ <box>185 1150 336 1276</box>
section-heading: OFFICES FOR RENT <box>26 1157 176 1169</box>
display-ad-line: Highest Prices Paid <box>544 179 615 188</box>
display-ad-line: KAPLAN, INC. <box>546 300 614 313</box>
display-ad-line: 10-ROOM HOUSE <box>1176 906 1261 918</box>
display-ad <box>1143 898 1295 922</box>
section-heading: REAL ESTATE FOR SALE <box>1143 44 1295 57</box>
display-ad-line: BEAUTIFUL, COZY, WARM <box>691 106 787 115</box>
classified-ad: By order of the Used Car Dealers' Association, we will sell on Saturday, Sept. 8, 1923, at 1 p.m., at the Coliseum, 15th St. and Wabash Ave., all at Public Auction. <box>186 102 336 134</box>
display-ad-line: MARKHOWE HERB AGENCY <box>49 183 153 192</box>
display-ad-line: STOP WORRYING <box>57 298 144 310</box>
display-ad <box>505 480 656 495</box>
illegible-small-print: ▭▭▭ ▭▭▭▭ ▭▭ ▭▭▭▭▭ ▭▭▭ ▭▭▭▭ ▭▭▭ ▭▭ ▭▭▭▭▭▭ ▭▭▭ ▭▭▭▭ ▭▭▭ ▭▭▭▭ ▭▭ ▭▭▭▭▭ ▭▭▭ ▭▭▭▭ ▭▭▭ ▭▭ ▭▭▭▭▭▭ ▭▭▭ ▭▭▭▭ ▭▭▭ ▭▭▭▭ ▭▭ ▭▭▭▭▭ ▭▭▭ ▭▭▭▭ ▭▭▭ ▭▭ ▭▭▭▭▭▭ ▭▭▭ ▭▭▭▭ ▭▭▭ ▭▭▭▭ ▭▭ ▭▭▭▭▭ ▭▭▭ ▭▭▭▭ ▭▭▭ ▭▭ ▭▭▭▭▭▭ ▭▭▭ ▭▭▭▭ ▭▭▭ ▭▭▭▭ ▭▭ ▭▭▭▭▭ ▭▭▭ ▭▭▭▭ ▭▭▭ ▭▭ ▭▭▭▭▭▭ ▭▭▭ ▭▭▭▭ ▭▭▭ ▭▭▭▭ ▭▭ ▭▭▭▭▭ ▭▭▭ ▭▭▭▭ ▭▭▭ ▭▭ ▭▭▭▭▭▭ ▭▭▭ ▭▭▭▭ ▭▭▭ ▭▭▭▭ ▭▭ ▭▭▭▭▭ ▭▭▭ ▭▭▭▭ ▭▭▭ ▭▭ ▭▭▭▭▭▭ ▭▭▭ ▭▭▭▭ ▭▭▭ ▭▭▭▭ ▭▭ ▭▭▭▭▭ ▭▭▭ ▭▭▭▭ ▭▭▭ ▭▭ ▭▭▭▭▭▭ ▭▭▭ ▭▭▭▭ ▭▭▭ ▭▭▭▭ ▭▭ ▭▭▭▭▭ ▭▭▭ ▭▭▭▭ ▭▭▭ ▭▭ ▭▭▭▭▭▭ ▭▭▭ ▭▭▭▭ ▭▭▭ ▭▭▭▭ ▭▭ ▭▭▭▭▭ ▭▭▭ ▭▭▭▭ ▭▭▭ ▭▭ ▭▭▭▭▭▭ ▭▭▭ ▭▭▭▭ <box>823 1849 974 1975</box>
section-heading: MISCELLANEOUS <box>26 724 176 737</box>
section-heading: FURNISHED FLATS FOR RENT <box>983 2050 1134 2063</box>
illegible-small-print: ▭▭▭ ▭▭▭▭ ▭▭ ▭▭▭▭▭ ▭▭▭ ▭▭▭▭ ▭▭▭ ▭▭ ▭▭▭▭▭▭ ▭▭▭ ▭▭▭▭ ▭▭▭ ▭▭▭▭ ▭▭ ▭▭▭▭▭ ▭▭▭ ▭▭▭▭ ▭▭▭ ▭▭ ▭▭▭▭▭▭ ▭▭▭ ▭▭▭▭ ▭▭▭ ▭▭▭▭ ▭▭ ▭▭▭▭▭ ▭▭▭ ▭▭▭▭ ▭▭▭ ▭▭ ▭▭▭▭▭▭ ▭▭▭ ▭▭▭▭ ▭▭▭ ▭▭▭▭ ▭▭ ▭▭▭▭▭ ▭▭▭ ▭▭▭▭ ▭▭▭ ▭▭ ▭▭▭▭▭▭ ▭▭▭ ▭▭▭▭ ▭▭▭ ▭▭▭▭ ▭▭ ▭▭▭▭▭ ▭▭▭ ▭▭▭▭ ▭▭▭ ▭▭ ▭▭▭▭▭▭ ▭▭▭ ▭▭▭▭ ▭▭▭ ▭▭▭▭ ▭▭ ▭▭▭▭▭ ▭▭▭ ▭▭▭▭ ▭▭▭ ▭▭ ▭▭▭▭▭▭ ▭▭▭ ▭▭▭▭ ▭▭▭ ▭▭▭▭ ▭▭ ▭▭▭▭▭ ▭▭▭ ▭▭▭▭ ▭▭▭ ▭▭ ▭▭▭▭▭▭ ▭▭▭ ▭▭▭▭ ▭▭▭ ▭▭▭▭ ▭▭ ▭▭▭▭▭ ▭▭▭ ▭▭▭▭ ▭▭▭ ▭▭ ▭▭▭▭▭▭ ▭▭▭ ▭▭▭▭ ▭▭▭ ▭▭▭▭ ▭▭ ▭▭▭▭▭ ▭▭▭ ▭▭▭▭ ▭▭▭ ▭▭ ▭▭▭▭▭▭ ▭▭▭ ▭▭▭▭ ▭▭▭ ▭▭▭▭ ▭▭ ▭▭▭▭▭ ▭▭▭ ▭▭▭▭ ▭▭▭ ▭▭ ▭▭▭▭▭▭ ▭▭▭ ▭▭▭▭ ▭▭▭ ▭▭▭▭ ▭▭ ▭▭▭▭▭ ▭▭▭ ▭▭▭▭ ▭▭▭ ▭▭ ▭▭▭▭▭▭ ▭▭▭ ▭▭▭▭ ▭▭▭ ▭▭▭▭ ▭▭ ▭▭▭▭▭ ▭▭▭ ▭▭▭▭ ▭▭▭ ▭▭ ▭▭▭▭▭▭ ▭▭▭ ▭▭▭▭ ▭▭▭ ▭▭▭▭ ▭▭ ▭▭▭▭▭ ▭▭▭ ▭▭▭▭ ▭▭▭ ▭▭ ▭▭▭▭▭▭ ▭▭▭ ▭▭▭▭ ▭▭▭ ▭▭▭▭ ▭▭ ▭▭▭▭▭ ▭▭▭ ▭▭▭▭ ▭▭▭ ▭▭ ▭▭▭▭▭▭ ▭▭▭ ▭▭▭▭ ▭▭▭ ▭▭▭▭ ▭▭ ▭▭▭▭▭ ▭▭▭ ▭▭▭▭ ▭▭▭ ▭▭ ▭▭▭▭▭▭ ▭▭▭ ▭▭▭▭ ▭▭▭ ▭▭▭▭ ▭▭ ▭▭▭▭▭ ▭▭▭ ▭▭▭▭ ▭▭▭ ▭▭ ▭▭▭▭▭▭ ▭▭▭ ▭▭▭▭ ▭▭▭ ▭▭▭▭ ▭▭ ▭▭▭▭▭ ▭▭▭ ▭▭▭▭ ▭▭▭ ▭▭ ▭▭▭▭▭▭ ▭▭▭ ▭▭▭▭ ▭▭▭ ▭▭▭▭ ▭▭ ▭▭▭▭▭ ▭▭▭ ▭▭▭▭ ▭▭▭ ▭▭ ▭▭▭▭▭▭ ▭▭▭ ▭▭▭▭ ▭▭▭ ▭▭▭▭ ▭▭ ▭▭▭▭▭ ▭▭▭ ▭▭▭▭ ▭▭▭ ▭▭ ▭▭▭▭▭▭ ▭▭▭ ▭▭▭▭ ▭▭▭ ▭▭▭▭ ▭▭ ▭▭▭▭▭ ▭▭▭ ▭▭▭▭ ▭▭▭ ▭▭ ▭▭▭▭▭▭ ▭▭▭ ▭▭▭▭ ▭▭▭ ▭▭▭▭ ▭▭ ▭▭▭▭▭ ▭▭▭ ▭▭▭▭ ▭▭▭ ▭▭ ▭▭▭▭▭▭ ▭▭▭ ▭▭▭▭ ▭▭▭ ▭▭▭▭ ▭▭ ▭▭▭▭▭ ▭▭▭ ▭▭▭▭ ▭▭▭ ▭▭ ▭▭▭▭▭▭ ▭▭▭ ▭▭▭▭ ▭▭▭ ▭▭▭▭ ▭▭ ▭▭▭▭▭ ▭▭▭ ▭▭▭▭ ▭▭▭ ▭▭ ▭▭▭▭▭▭ ▭▭▭ ▭▭▭▭ ▭▭▭ ▭▭▭▭ ▭▭ ▭▭▭▭▭ ▭▭▭ ▭▭▭▭ ▭▭▭ ▭▭ ▭▭▭▭▭▭ ▭▭▭ ▭▭▭▭ ▭▭▭ ▭▭▭▭ ▭▭ ▭▭▭▭▭ ▭▭▭ ▭▭▭▭ ▭▭▭ ▭▭ ▭▭▭▭▭▭ ▭▭▭ ▭▭▭▭ ▭▭▭ ▭▭▭▭ ▭▭ ▭▭▭▭▭ ▭▭▭ ▭▭▭▭ ▭▭▭ ▭▭ ▭▭▭▭▭▭ ▭▭▭ ▭▭▭▭ ▭▭▭ ▭▭▭▭ ▭▭ ▭▭▭▭▭ ▭▭▭ ▭▭▭▭ ▭▭▭ ▭▭ ▭▭▭▭▭▭ ▭▭▭ ▭▭▭▭ ▭▭▭ ▭▭▭▭ ▭▭ ▭▭▭▭▭ ▭▭▭ ▭▭▭▭ ▭▭▭ ▭▭ ▭▭▭▭▭▭ ▭▭▭ ▭▭▭▭ ▭▭▭ ▭▭▭▭ ▭▭ ▭▭▭▭▭ ▭▭▭ ▭▭▭▭ ▭▭▭ ▭▭ ▭▭▭▭▭▭ ▭▭▭ ▭▭▭▭ ▭▭▭ ▭▭▭▭ ▭▭ ▭▭▭▭▭ ▭▭▭ ▭▭▭▭ ▭▭▭ ▭▭ ▭▭▭▭▭▭ ▭▭▭ ▭▭▭▭ ▭▭▭ ▭▭▭▭ ▭▭ ▭▭▭▭▭ ▭▭▭ ▭▭▭▭ ▭▭▭ ▭▭ ▭▭▭▭▭▭ ▭▭▭ ▭▭▭▭ ▭▭▭ ▭▭▭▭ ▭▭ ▭▭▭▭▭ ▭▭▭ ▭▭▭▭ ▭▭▭ ▭▭ ▭▭▭▭▭▭ ▭▭▭ ▭▭▭▭ ▭▭▭ ▭▭▭▭ ▭▭ ▭▭▭▭▭ ▭▭▭ ▭▭▭▭ ▭▭▭ ▭▭ ▭▭▭▭▭▭ ▭▭▭ ▭▭▭▭ ▭▭▭ ▭▭▭▭ ▭▭ ▭▭▭▭▭ ▭▭▭ ▭▭▭▭ ▭▭▭ ▭▭ ▭▭▭▭▭▭ ▭▭▭ ▭▭▭▭ ▭▭▭ ▭▭▭▭ ▭▭ ▭▭▭▭▭ ▭▭▭ ▭▭▭▭ ▭▭▭ ▭▭ ▭▭▭▭▭▭ ▭▭▭ ▭▭▭▭ ▭▭▭ ▭▭▭▭ ▭▭ ▭▭▭▭▭ ▭▭▭ ▭▭▭▭ ▭▭▭ ▭▭ ▭▭▭▭▭▭ ▭▭▭ ▭▭▭▭ ▭▭▭ ▭▭▭▭ ▭▭ ▭▭▭▭▭ ▭▭▭ ▭▭▭▭ ▭▭▭ ▭▭ ▭▭▭▭▭▭ ▭▭▭ ▭▭▭▭ ▭▭▭ ▭▭▭▭ ▭▭ ▭▭▭▭▭ ▭▭▭ ▭▭▭▭ ▭▭▭ ▭▭ ▭▭▭▭▭▭ ▭▭▭ ▭▭▭▭ ▭▭▭ ▭▭▭▭ ▭▭ ▭▭▭▭▭ ▭▭▭ ▭▭▭▭ ▭▭▭ ▭▭ ▭▭▭▭▭▭ ▭▭▭ ▭▭▭▭ ▭▭▭ ▭▭▭▭ ▭▭ ▭▭▭▭▭ ▭▭▭ ▭▭▭▭ ▭▭▭ ▭▭ ▭▭▭▭▭▭ ▭▭▭ ▭▭▭▭ ▭▭▭ ▭▭▭▭ ▭▭ ▭▭▭▭▭ ▭▭▭ ▭▭▭▭ ▭▭▭ ▭▭ ▭▭▭▭▭▭ ▭▭▭ ▭▭▭▭ ▭▭▭ ▭▭▭▭ ▭▭ ▭▭▭▭▭ ▭▭▭ ▭▭▭▭ ▭▭▭ ▭▭ ▭▭▭▭▭▭ ▭▭▭ ▭▭▭▭ ▭▭▭ ▭▭▭▭ ▭▭ ▭▭▭▭▭ ▭▭▭ ▭▭▭▭ ▭▭▭ ▭▭ ▭▭▭▭▭▭ ▭▭▭ ▭▭▭▭ ▭▭▭ ▭▭▭▭ ▭▭ ▭▭▭▭▭ ▭▭▭ ▭▭▭▭ ▭▭▭ ▭▭ ▭▭▭▭▭▭ ▭▭▭ ▭▭▭▭ ▭▭▭ ▭▭▭▭ ▭▭ ▭▭▭▭▭ ▭▭▭ ▭▭▭▭ ▭▭▭ ▭▭ ▭▭▭▭▭▭ ▭▭▭ ▭▭▭▭ ▭▭▭ ▭▭▭▭ ▭▭ ▭▭▭▭▭ ▭▭▭ ▭▭▭▭ ▭▭▭ ▭▭ ▭▭▭▭▭▭ ▭▭▭ ▭▭▭▭ ▭▭▭ ▭▭▭▭ ▭▭ ▭▭▭▭▭ ▭▭▭ ▭▭▭▭ ▭▭▭ ▭▭ ▭▭▭▭▭▭ ▭▭▭ ▭▭▭▭ ▭▭▭ ▭▭▭▭ ▭▭ ▭▭▭▭▭ ▭▭▭ ▭▭▭▭ ▭▭▭ ▭▭ ▭▭▭▭▭▭ ▭▭▭ ▭▭▭▭ ▭▭▭ ▭▭▭▭ ▭▭ ▭▭▭▭▭ ▭▭▭ ▭▭▭▭ ▭▭▭ ▭▭ ▭▭▭▭▭▭ ▭▭▭ ▭▭▭▭ ▭▭▭ ▭▭▭▭ ▭▭ ▭▭▭▭▭ ▭▭▭ ▭▭▭▭ ▭▭▭ ▭▭ ▭▭▭▭▭▭ ▭▭▭ ▭▭▭▭ ▭▭▭ ▭▭▭▭ ▭▭ ▭▭▭▭▭ ▭▭▭ ▭▭▭▭ ▭▭▭ ▭▭ ▭▭▭▭▭▭ ▭▭▭ ▭▭▭▭ ▭▭▭ ▭▭▭▭ ▭▭ ▭▭▭▭▭ ▭▭▭ ▭▭▭▭ ▭▭▭ ▭▭ ▭▭▭▭▭▭ ▭▭▭ ▭▭▭▭ ▭▭▭ ▭▭▭▭ ▭▭ ▭▭▭▭▭ ▭▭▭ ▭▭▭▭ ▭▭▭ ▭▭ ▭▭▭▭▭▭ ▭▭▭ ▭▭▭▭ ▭▭▭ ▭▭▭▭ ▭▭ ▭▭▭▭▭ ▭▭▭ ▭▭▭▭ ▭▭▭ ▭▭ ▭▭▭▭▭▭ ▭▭▭ ▭▭▭▭ ▭▭▭ ▭▭▭▭ ▭▭ ▭▭▭▭▭ ▭▭▭ ▭▭▭▭ ▭▭▭ ▭▭ ▭▭▭▭▭▭ ▭▭▭ ▭▭▭▭ ▭▭▭ ▭▭▭▭ ▭▭ ▭▭▭▭▭ ▭▭▭ ▭▭▭▭ ▭▭▭ ▭▭ ▭▭▭▭▭▭ ▭▭▭ ▭▭▭▭ ▭▭▭ ▭▭▭▭ ▭▭ ▭▭▭▭▭ ▭▭▭ ▭▭▭▭ ▭▭▭ ▭▭ ▭▭▭▭▭▭ ▭▭▭ ▭▭▭▭ ▭▭▭ ▭▭▭▭ ▭▭ ▭▭▭▭▭ ▭▭▭ ▭▭▭▭ ▭▭▭ ▭▭ ▭▭▭▭▭▭ ▭▭▭ ▭▭▭▭ ▭▭▭ ▭▭▭▭ ▭▭ ▭▭▭▭▭ ▭▭▭ ▭▭▭▭ ▭▭▭ ▭▭ ▭▭▭▭▭▭ ▭▭▭ ▭▭▭▭ ▭▭▭ ▭▭▭▭ ▭▭ ▭▭▭▭▭ ▭▭▭ ▭▭▭▭ ▭▭▭ ▭▭ ▭▭▭▭▭▭ ▭▭▭ ▭▭▭▭ ▭▭▭ ▭▭▭▭ ▭▭ ▭▭▭▭▭ ▭▭▭ ▭▭▭▭ ▭▭▭ ▭▭ ▭▭▭▭▭▭ ▭▭▭ ▭▭▭▭ ▭▭▭ ▭▭▭▭ ▭▭ ▭▭▭▭▭ ▭▭▭ ▭▭▭▭ ▭▭▭ ▭▭ ▭▭▭▭▭▭ ▭▭▭ ▭▭▭▭ ▭▭▭ ▭▭▭▭ ▭▭ ▭▭▭▭▭ ▭▭▭ ▭▭▭▭ ▭▭▭ ▭▭ ▭▭▭▭▭▭ ▭▭▭ ▭▭▭▭ ▭▭▭ ▭▭▭▭ ▭▭ ▭▭▭▭▭ ▭▭▭ ▭▭▭▭ ▭▭▭ ▭▭ ▭▭▭▭▭▭ ▭▭▭ ▭▭▭▭ ▭▭▭ ▭▭▭▭ ▭▭ ▭▭▭▭▭ ▭▭▭ ▭▭▭▭ ▭▭▭ ▭▭ ▭▭▭▭▭▭ ▭▭▭ ▭▭▭▭ ▭▭▭ ▭▭▭▭ ▭▭ ▭▭▭▭▭ ▭▭▭ ▭▭▭▭ ▭▭▭ ▭▭ ▭▭▭▭▭▭ ▭▭▭ ▭▭▭▭ ▭▭▭ ▭▭▭▭ ▭▭ ▭▭▭▭▭ ▭▭▭ ▭▭▭▭ ▭▭▭ ▭▭ ▭▭▭▭▭▭ ▭▭▭ ▭▭▭▭ ▭▭▭ ▭▭▭▭ ▭▭ ▭▭▭▭▭ ▭▭▭ ▭▭▭▭ ▭▭▭ ▭▭ ▭▭▭▭▭▭ ▭▭▭ ▭▭▭▭ ▭▭▭ ▭▭▭▭ ▭▭ ▭▭▭▭▭ ▭▭▭ ▭▭▭▭ ▭▭▭ ▭▭ ▭▭▭▭▭▭ ▭▭▭ ▭▭▭▭ ▭▭▭ ▭▭▭▭ ▭▭ ▭▭▭▭▭ ▭▭▭ ▭▭▭▭ ▭▭▭ ▭▭ ▭▭▭▭▭▭ ▭▭▭ ▭▭▭▭ ▭▭▭ ▭▭▭▭ ▭▭ ▭▭▭▭▭ ▭▭▭ ▭▭▭▭ ▭▭▭ ▭▭ ▭▭▭▭▭▭ ▭▭▭ ▭▭▭▭ ▭▭▭ ▭▭▭▭ ▭▭ ▭▭▭▭▭ ▭▭▭ ▭▭▭▭ ▭▭▭ ▭▭ ▭▭▭▭▭▭ ▭▭▭ ▭▭▭▭ ▭▭▭ ▭▭▭▭ ▭▭ ▭▭▭▭▭ ▭▭▭ ▭▭▭▭ ▭▭▭ ▭▭ ▭▭▭▭▭▭ ▭▭▭ ▭▭▭▭ ▭▭▭ ▭▭▭▭ ▭▭ ▭▭▭▭▭ ▭▭▭ ▭▭▭▭ ▭▭▭ ▭▭ ▭▭▭▭▭▭ ▭▭▭ ▭▭▭▭ ▭▭▭ ▭▭▭▭ ▭▭ ▭▭▭▭▭ ▭▭▭ ▭▭▭▭ ▭▭▭ ▭▭ ▭▭▭▭▭▭ ▭▭▭ ▭▭▭▭ ▭▭▭ ▭▭▭▭ ▭▭ ▭▭▭▭▭ ▭▭▭ ▭▭▭▭ ▭▭▭ ▭▭ ▭▭▭▭▭▭ ▭▭▭ ▭▭▭▭ ▭▭▭ ▭▭▭▭ ▭▭ ▭▭▭▭▭ ▭▭▭ ▭▭▭▭ ▭▭▭ ▭▭ ▭▭▭▭▭▭ ▭▭▭ ▭▭▭▭ ▭▭▭ ▭▭▭▭ ▭▭ ▭▭▭▭▭ ▭▭▭ ▭▭▭▭ ▭▭▭ ▭▭ ▭▭▭▭▭▭ ▭▭▭ ▭▭▭▭ ▭▭▭ ▭▭▭▭ ▭▭ ▭▭▭▭▭ ▭▭▭ ▭▭▭▭ ▭▭▭ ▭▭ ▭▭▭▭▭▭ ▭▭▭ ▭▭▭▭ ▭▭▭ ▭▭▭▭ ▭▭ ▭▭▭▭▭ ▭▭▭ ▭▭▭▭ ▭▭▭ ▭▭ ▭▭▭▭▭▭ ▭▭▭ ▭▭▭▭ ▭▭▭ ▭▭▭▭ ▭▭ ▭▭▭▭▭ ▭▭▭ ▭▭▭▭ ▭▭▭ ▭▭ ▭▭▭▭▭▭ ▭▭▭ ▭▭▭▭ ▭▭▭ ▭▭▭▭ ▭▭ ▭▭▭▭▭ ▭▭▭ ▭▭▭▭ ▭▭▭ ▭▭ ▭▭▭▭▭▭ ▭▭▭ ▭▭▭▭ ▭▭▭ ▭▭▭▭ ▭▭ ▭▭▭▭▭ ▭▭▭ ▭▭▭▭ ▭▭▭ ▭▭ ▭▭▭▭▭▭ ▭▭▭ ▭▭▭▭ ▭▭▭ ▭▭▭▭ ▭▭ ▭▭▭▭▭ ▭▭▭ ▭▭▭▭ ▭▭▭ ▭▭ ▭▭▭▭▭▭ ▭▭▭ ▭▭▭▭ ▭▭▭ ▭▭▭▭ ▭▭ ▭▭▭▭▭ ▭▭▭ ▭▭▭▭ ▭▭▭ ▭▭ ▭▭▭▭▭▭ ▭▭▭ ▭▭▭▭ ▭▭▭ ▭▭▭▭ ▭▭ ▭▭▭▭▭ ▭▭▭ ▭▭▭▭ ▭▭▭ ▭▭ ▭▭▭▭▭▭ ▭▭▭ ▭▭▭▭ ▭▭▭ ▭▭▭▭ ▭▭ ▭▭▭▭▭ ▭▭▭ ▭▭▭▭ ▭▭▭ ▭▭ ▭▭▭▭▭▭ ▭▭▭ ▭▭▭▭ ▭▭▭ ▭▭▭▭ ▭▭ ▭▭▭▭▭ ▭▭▭ ▭▭▭▭ ▭▭▭ ▭▭ ▭▭▭▭▭▭ ▭▭▭ ▭▭▭▭ ▭▭▭ ▭▭▭▭ ▭▭ ▭▭▭▭▭ ▭▭▭ ▭▭▭▭ ▭▭▭ ▭▭ ▭▭▭▭▭▭ ▭▭▭ ▭▭▭▭ ▭▭▭ ▭▭▭▭ ▭▭ ▭▭▭▭▭ ▭▭▭ ▭▭▭▭ ▭▭▭ ▭▭ ▭▭▭▭▭▭ ▭▭▭ ▭▭▭▭ <box>345 868 496 1954</box>
section-heading: CAFES AND RESTAURANTS <box>186 1279 336 1291</box>
display-ad-line: FOR SALE <box>1033 2065 1085 2078</box>
display-ad-line: AND <box>571 1008 588 1018</box>
section-heading: FURNISHED ROOMS FOR RENT <box>664 44 815 57</box>
section-heading: HOTELS <box>983 2184 1134 2196</box>
section-heading: SEWING MACHINES <box>26 1061 176 1074</box>
display-ad-line: Auctioneers <box>238 281 283 290</box>
display-ad-line: HOBBS & GRUBB <box>1160 60 1278 75</box>
display-ad-line: LICENSED ELECTRICAL <box>57 668 145 678</box>
display-ad-line: BEAUTIFUL <box>1197 897 1240 906</box>
display-ad <box>983 1894 1134 1932</box>
display-ad-line: Bargains <box>85 922 118 932</box>
display-ad-line: WANTED—FOR CASH <box>61 739 141 749</box>
display-ad-line: GOOD HOMES <box>544 1703 615 1715</box>
display-ad-line: SOUTH SIDE EMPLOYMENT <box>529 255 631 265</box>
display-ad-line: 31st and South Park Ave. <box>1014 1919 1104 1928</box>
illegible-small-print: ▭▭▭ ▭▭▭▭ ▭▭ ▭▭▭▭▭ ▭▭▭ ▭▭▭▭ ▭▭▭ ▭▭ ▭▭▭▭▭▭ ▭▭▭ ▭▭▭▭ ▭▭▭ ▭▭▭▭ ▭▭ ▭▭▭▭▭ ▭▭▭ ▭▭▭▭ ▭▭▭ ▭▭ ▭▭▭▭▭▭ ▭▭▭ ▭▭▭▭ ▭▭▭ ▭▭▭▭ ▭▭ ▭▭▭▭▭ ▭▭▭ ▭▭▭▭ ▭▭▭ ▭▭ ▭▭▭▭▭▭ ▭▭▭ ▭▭▭▭ ▭▭▭ ▭▭▭▭ ▭▭ ▭▭▭▭▭ ▭▭▭ ▭▭▭▭ ▭▭▭ ▭▭ ▭▭▭▭▭▭ ▭▭▭ ▭▭▭▭ ▭▭▭ ▭▭▭▭ ▭▭ ▭▭▭▭▭ ▭▭▭ ▭▭▭▭ ▭▭▭ ▭▭ ▭▭▭▭▭▭ ▭▭▭ ▭▭▭▭ ▭▭▭ ▭▭▭▭ ▭▭ ▭▭▭▭▭ ▭▭▭ ▭▭▭▭ ▭▭▭ ▭▭ ▭▭▭▭▭▭ ▭▭▭ ▭▭▭▭ ▭▭▭ ▭▭▭▭ ▭▭ ▭▭▭▭▭ ▭▭▭ ▭▭▭▭ ▭▭▭ ▭▭ ▭▭▭▭▭▭ ▭▭▭ ▭▭▭▭ ▭▭▭ ▭▭▭▭ ▭▭ ▭▭▭▭▭ ▭▭▭ ▭▭▭▭ ▭▭▭ ▭▭ ▭▭▭▭▭▭ ▭▭▭ ▭▭▭▭ ▭▭▭ ▭▭▭▭ ▭▭ ▭▭▭▭▭ ▭▭▭ ▭▭▭▭ ▭▭▭ ▭▭ ▭▭▭▭▭▭ ▭▭▭ ▭▭▭▭ ▭▭▭ ▭▭▭▭ ▭▭ ▭▭▭▭▭ ▭▭▭ ▭▭▭▭ ▭▭▭ ▭▭ ▭▭▭▭▭▭ ▭▭▭ ▭▭▭▭ ▭▭▭ ▭▭▭▭ ▭▭ ▭▭▭▭▭ ▭▭▭ ▭▭▭▭ ▭▭▭ ▭▭ ▭▭▭▭▭▭ ▭▭▭ ▭▭▭▭ ▭▭▭ ▭▭▭▭ ▭▭ ▭▭▭▭▭ ▭▭▭ ▭▭▭▭ ▭▭▭ ▭▭ ▭▭▭▭▭▭ ▭▭▭ ▭▭▭▭ ▭▭▭ ▭▭▭▭ ▭▭ ▭▭▭▭▭ ▭▭▭ ▭▭▭▭ ▭▭▭ ▭▭ ▭▭▭▭▭▭ ▭▭▭ ▭▭▭▭ ▭▭▭ ▭▭▭▭ ▭▭ ▭▭▭▭▭ ▭▭▭ ▭▭▭▭ ▭▭▭ ▭▭ ▭▭▭▭▭▭ ▭▭▭ ▭▭▭▭ ▭▭▭ ▭▭▭▭ ▭▭ ▭▭▭▭▭ ▭▭▭ ▭▭▭▭ ▭▭▭ ▭▭ ▭▭▭▭▭▭ ▭▭▭ ▭▭▭▭ ▭▭▭ ▭▭▭▭ ▭▭ ▭▭▭▭▭ ▭▭▭ ▭▭▭▭ ▭▭▭ ▭▭ ▭▭▭▭▭▭ ▭▭▭ ▭▭▭▭ ▭▭▭ ▭▭▭▭ ▭▭ ▭▭▭▭▭ ▭▭▭ ▭▭▭▭ ▭▭▭ ▭▭ ▭▭▭▭▭▭ ▭▭▭ ▭▭▭▭ ▭▭▭ ▭▭▭▭ ▭▭ ▭▭▭▭▭ ▭▭▭ ▭▭▭▭ ▭▭▭ ▭▭ ▭▭▭▭▭▭ ▭▭▭ ▭▭▭▭ ▭▭▭ ▭▭▭▭ ▭▭ ▭▭▭▭▭ ▭▭▭ ▭▭▭▭ ▭▭▭ ▭▭ ▭▭▭▭▭▭ ▭▭▭ ▭▭▭▭ ▭▭▭ ▭▭▭▭ ▭▭ ▭▭▭▭▭ ▭▭▭ ▭▭▭▭ ▭▭▭ ▭▭ ▭▭▭▭▭▭ ▭▭▭ ▭▭▭▭ ▭▭▭ ▭▭▭▭ ▭▭ ▭▭▭▭▭ ▭▭▭ ▭▭▭▭ ▭▭▭ ▭▭ ▭▭▭▭▭▭ ▭▭▭ ▭▭▭▭ ▭▭▭ ▭▭▭▭ ▭▭ ▭▭▭▭▭ ▭▭▭ ▭▭▭▭ ▭▭▭ ▭▭ ▭▭▭▭▭▭ ▭▭▭ ▭▭▭▭ ▭▭▭ ▭▭▭▭ ▭▭ ▭▭▭▭▭ ▭▭▭ ▭▭▭▭ ▭▭▭ ▭▭ ▭▭▭▭▭▭ ▭▭▭ ▭▭▭▭ ▭▭▭ ▭▭▭▭ ▭▭ ▭▭▭▭▭ ▭▭▭ ▭▭▭▭ ▭▭▭ ▭▭ ▭▭▭▭▭▭ ▭▭▭ ▭▭▭▭ ▭▭▭ ▭▭▭▭ ▭▭ ▭▭▭▭▭ ▭▭▭ ▭▭▭▭ ▭▭▭ ▭▭ ▭▭▭▭▭▭ ▭▭▭ ▭▭▭▭ ▭▭▭ ▭▭▭▭ ▭▭ ▭▭▭▭▭ ▭▭▭ ▭▭▭▭ ▭▭▭ ▭▭ ▭▭▭▭▭▭ ▭▭▭ ▭▭▭▭ ▭▭▭ ▭▭▭▭ ▭▭ ▭▭▭▭▭ ▭▭▭ ▭▭▭▭ ▭▭▭ ▭▭ ▭▭▭▭▭▭ ▭▭▭ ▭▭▭▭ ▭▭▭ ▭▭▭▭ ▭▭ ▭▭▭▭▭ ▭▭▭ ▭▭▭▭ ▭▭▭ ▭▭ ▭▭▭▭▭▭ ▭▭▭ ▭▭▭▭ ▭▭▭ ▭▭▭▭ ▭▭ ▭▭▭▭▭ ▭▭▭ ▭▭▭▭ ▭▭▭ ▭▭ ▭▭▭▭▭▭ ▭▭▭ ▭▭▭▭ ▭▭▭ ▭▭▭▭ ▭▭ ▭▭▭▭▭ ▭▭▭ ▭▭▭▭ ▭▭▭ ▭▭ ▭▭▭▭▭▭ ▭▭▭ ▭▭▭▭ <box>983 1449 1134 1812</box>
display-ad <box>26 767 176 782</box>
illegible-small-print: ▭▭▭ ▭▭▭▭ ▭▭ ▭▭▭▭▭ ▭▭▭ ▭▭▭▭ ▭▭▭ ▭▭ ▭▭▭▭▭▭ ▭▭▭ ▭▭▭▭ ▭▭▭ ▭▭▭▭ ▭▭ ▭▭▭▭▭ ▭▭▭ ▭▭▭▭ ▭▭▭ ▭▭ ▭▭▭▭▭▭ ▭▭▭ ▭▭▭▭ ▭▭▭ ▭▭▭▭ ▭▭ ▭▭▭▭▭ ▭▭▭ ▭▭▭▭ ▭▭▭ ▭▭ ▭▭▭▭▭▭ ▭▭▭ ▭▭▭▭ ▭▭▭ ▭▭▭▭ ▭▭ ▭▭▭▭▭ ▭▭▭ ▭▭▭▭ ▭▭▭ ▭▭ ▭▭▭▭▭▭ ▭▭▭ ▭▭▭▭ ▭▭▭ ▭▭▭▭ ▭▭ ▭▭▭▭▭ ▭▭▭ ▭▭▭▭ ▭▭▭ ▭▭ ▭▭▭▭▭▭ ▭▭▭ ▭▭▭▭ ▭▭▭ ▭▭▭▭ ▭▭ ▭▭▭▭▭ ▭▭▭ ▭▭▭▭ ▭▭▭ ▭▭ ▭▭▭▭▭▭ ▭▭▭ ▭▭▭▭ ▭▭▭ ▭▭▭▭ ▭▭ ▭▭▭▭▭ ▭▭▭ ▭▭▭▭ ▭▭▭ ▭▭ ▭▭▭▭▭▭ ▭▭▭ ▭▭▭▭ ▭▭▭ ▭▭▭▭ ▭▭ ▭▭▭▭▭ ▭▭▭ ▭▭▭▭ ▭▭▭ ▭▭ ▭▭▭▭▭▭ ▭▭▭ ▭▭▭▭ ▭▭▭ ▭▭▭▭ ▭▭ ▭▭▭▭▭ ▭▭▭ ▭▭▭▭ ▭▭▭ ▭▭ ▭▭▭▭▭▭ ▭▭▭ ▭▭▭▭ ▭▭▭ ▭▭▭▭ ▭▭ ▭▭▭▭▭ ▭▭▭ ▭▭▭▭ ▭▭▭ ▭▭ ▭▭▭▭▭▭ ▭▭▭ ▭▭▭▭ ▭▭▭ ▭▭▭▭ ▭▭ ▭▭▭▭▭ ▭▭▭ ▭▭▭▭ ▭▭▭ ▭▭ ▭▭▭▭▭▭ ▭▭▭ ▭▭▭▭ ▭▭▭ ▭▭▭▭ ▭▭ ▭▭▭▭▭ ▭▭▭ ▭▭▭▭ ▭▭▭ ▭▭ ▭▭▭▭▭▭ ▭▭▭ ▭▭▭▭ ▭▭▭ ▭▭▭▭ ▭▭ ▭▭▭▭▭ ▭▭▭ ▭▭▭▭ ▭▭▭ ▭▭ ▭▭▭▭▭▭ ▭▭▭ ▭▭▭▭ ▭▭▭ ▭▭▭▭ ▭▭ ▭▭▭▭▭ ▭▭▭ ▭▭▭▭ ▭▭▭ ▭▭ ▭▭▭▭▭▭ ▭▭▭ ▭▭▭▭ ▭▭▭ ▭▭▭▭ ▭▭ ▭▭▭▭▭ ▭▭▭ ▭▭▭▭ ▭▭▭ ▭▭ ▭▭▭▭▭▭ ▭▭▭ ▭▭▭▭ ▭▭▭ ▭▭▭▭ ▭▭ ▭▭▭▭▭ ▭▭▭ ▭▭▭▭ ▭▭▭ ▭▭ ▭▭▭▭▭▭ ▭▭▭ ▭▭▭▭ ▭▭▭ ▭▭▭▭ ▭▭ ▭▭▭▭▭ ▭▭▭ ▭▭▭▭ ▭▭▭ ▭▭ ▭▭▭▭▭▭ ▭▭▭ ▭▭▭▭ ▭▭▭ ▭▭▭▭ ▭▭ ▭▭▭▭▭ ▭▭▭ ▭▭▭▭ ▭▭▭ ▭▭ ▭▭▭▭▭▭ ▭▭▭ ▭▭▭▭ ▭▭▭ ▭▭▭▭ ▭▭ ▭▭▭▭▭ ▭▭▭ ▭▭▭▭ ▭▭▭ ▭▭ ▭▭▭▭▭▭ ▭▭▭ ▭▭▭▭ ▭▭▭ ▭▭▭▭ ▭▭ ▭▭▭▭▭ ▭▭▭ ▭▭▭▭ ▭▭▭ ▭▭ ▭▭▭▭▭▭ ▭▭▭ ▭▭▭▭ ▭▭▭ ▭▭▭▭ ▭▭ ▭▭▭▭▭ ▭▭▭ ▭▭▭▭ ▭▭▭ ▭▭ ▭▭▭▭▭▭ ▭▭▭ ▭▭▭▭ ▭▭▭ ▭▭▭▭ ▭▭ ▭▭▭▭▭ ▭▭▭ ▭▭▭▭ ▭▭▭ ▭▭ ▭▭▭▭▭▭ ▭▭▭ ▭▭▭▭ <box>983 2310 1134 2576</box>
display-ad <box>345 777 496 798</box>
illegible-small-print: ▭▭▭ ▭▭▭▭ ▭▭ ▭▭▭▭▭ ▭▭▭ ▭▭▭▭ ▭▭▭ ▭▭ ▭▭▭▭▭▭ ▭▭▭ ▭▭▭▭ ▭▭▭ ▭▭▭▭ ▭▭ ▭▭▭▭▭ ▭▭▭ ▭▭▭▭ ▭▭▭ ▭▭ ▭▭▭▭▭▭ ▭▭▭ ▭▭▭▭ ▭▭▭ ▭▭▭▭ ▭▭ ▭▭▭▭▭ ▭▭▭ ▭▭▭▭ ▭▭▭ ▭▭ ▭▭▭▭▭▭ ▭▭▭ ▭▭▭▭ ▭▭▭ ▭▭▭▭ ▭▭ ▭▭▭▭▭ ▭▭▭ ▭▭▭▭ ▭▭▭ ▭▭ ▭▭▭▭▭▭ ▭▭▭ ▭▭▭▭ ▭▭▭ ▭▭▭▭ ▭▭ ▭▭▭▭▭ ▭▭▭ ▭▭▭▭ ▭▭▭ ▭▭ ▭▭▭▭▭▭ ▭▭▭ ▭▭▭▭ ▭▭▭ ▭▭▭▭ ▭▭ ▭▭▭▭▭ ▭▭▭ ▭▭▭▭ ▭▭▭ ▭▭ ▭▭▭▭▭▭ ▭▭▭ ▭▭▭▭ ▭▭▭ ▭▭▭▭ ▭▭ ▭▭▭▭▭ ▭▭▭ ▭▭▭▭ ▭▭▭ ▭▭ ▭▭▭▭▭▭ ▭▭▭ ▭▭▭▭ ▭▭▭ ▭▭▭▭ ▭▭ ▭▭▭▭▭ ▭▭▭ ▭▭▭▭ ▭▭▭ ▭▭ ▭▭▭▭▭▭ ▭▭▭ ▭▭▭▭ <box>983 2085 1134 2181</box>
display-ad <box>1143 954 1295 969</box>
issue-date: SATURDAY, SEPTEMBER 8, 1923 <box>22 18 200 31</box>
display-ad <box>505 1675 656 1744</box>
display-ad-line: SCALP SPECIALIST <box>1010 1399 1107 1411</box>
section-heading: BUILDING MATERIAL <box>983 1814 1134 1827</box>
section-heading: AGENTS WANTED <box>186 1348 336 1360</box>
column-4 <box>501 42 661 2576</box>
illegible-small-print: ▭▭▭ ▭▭▭▭ ▭▭ ▭▭▭▭▭ ▭▭▭ ▭▭▭▭ ▭▭▭ ▭▭ ▭▭▭▭▭▭ ▭▭▭ ▭▭▭▭ ▭▭▭ ▭▭▭▭ ▭▭ ▭▭▭▭▭ ▭▭▭ ▭▭▭▭ ▭▭▭ ▭▭ ▭▭▭▭▭▭ ▭▭▭ ▭▭▭▭ ▭▭▭ ▭▭▭▭ ▭▭ ▭▭▭▭▭ ▭▭▭ ▭▭▭▭ ▭▭▭ ▭▭ ▭▭▭▭▭▭ ▭▭▭ ▭▭▭▭ ▭▭▭ ▭▭▭▭ ▭▭ ▭▭▭▭▭ ▭▭▭ ▭▭▭▭ ▭▭▭ ▭▭ ▭▭▭▭▭▭ ▭▭▭ ▭▭▭▭ ▭▭▭ ▭▭▭▭ ▭▭ ▭▭▭▭▭ ▭▭▭ ▭▭▭▭ ▭▭▭ ▭▭ ▭▭▭▭▭▭ ▭▭▭ ▭▭▭▭ ▭▭▭ ▭▭▭▭ ▭▭ ▭▭▭▭▭ ▭▭▭ ▭▭▭▭ ▭▭▭ ▭▭ ▭▭▭▭▭▭ ▭▭▭ ▭▭▭▭ ▭▭▭ ▭▭▭▭ ▭▭ ▭▭▭▭▭ ▭▭▭ ▭▭▭▭ ▭▭▭ ▭▭ ▭▭▭▭▭▭ ▭▭▭ ▭▭▭▭ ▭▭▭ ▭▭▭▭ ▭▭ ▭▭▭▭▭ ▭▭▭ ▭▭▭▭ ▭▭▭ ▭▭ ▭▭▭▭▭▭ ▭▭▭ ▭▭▭▭ ▭▭▭ ▭▭▭▭ ▭▭ ▭▭▭▭▭ ▭▭▭ ▭▭▭▭ ▭▭▭ ▭▭ ▭▭▭▭▭▭ ▭▭▭ ▭▭▭▭ ▭▭▭ ▭▭▭▭ ▭▭ ▭▭▭▭▭ ▭▭▭ ▭▭▭▭ ▭▭▭ ▭▭ ▭▭▭▭▭▭ ▭▭▭ ▭▭▭▭ <box>345 633 496 759</box>
display-ad <box>26 894 176 943</box>
illegible-small-print: ▭▭▭ ▭▭▭▭ ▭▭ ▭▭▭▭▭ ▭▭▭ ▭▭▭▭ ▭▭▭ ▭▭ ▭▭▭▭▭▭ ▭▭▭ ▭▭▭▭ ▭▭▭ ▭▭▭▭ ▭▭ ▭▭▭▭▭ ▭▭▭ ▭▭▭▭ ▭▭▭ ▭▭ ▭▭▭▭▭▭ ▭▭▭ ▭▭▭▭ ▭▭▭ ▭▭▭▭ ▭▭ ▭▭▭▭▭ ▭▭▭ ▭▭▭▭ ▭▭▭ ▭▭ ▭▭▭▭▭▭ ▭▭▭ ▭▭▭▭ ▭▭▭ ▭▭▭▭ ▭▭ ▭▭▭▭▭ ▭▭▭ ▭▭▭▭ ▭▭▭ ▭▭ ▭▭▭▭▭▭ ▭▭▭ ▭▭▭▭ ▭▭▭ ▭▭▭▭ ▭▭ ▭▭▭▭▭ ▭▭▭ ▭▭▭▭ ▭▭▭ ▭▭ ▭▭▭▭▭▭ ▭▭▭ ▭▭▭▭ ▭▭▭ ▭▭▭▭ ▭▭ ▭▭▭▭▭ ▭▭▭ ▭▭▭▭ ▭▭▭ ▭▭ ▭▭▭▭▭▭ ▭▭▭ ▭▭▭▭ ▭▭▭ ▭▭▭▭ ▭▭ ▭▭▭▭▭ ▭▭▭ ▭▭▭▭ ▭▭▭ ▭▭ ▭▭▭▭▭▭ ▭▭▭ ▭▭▭▭ ▭▭▭ ▭▭▭▭ ▭▭ ▭▭▭▭▭ ▭▭▭ ▭▭▭▭ ▭▭▭ ▭▭ ▭▭▭▭▭▭ ▭▭▭ ▭▭▭▭ ▭▭▭ ▭▭▭▭ ▭▭ ▭▭▭▭▭ ▭▭▭ ▭▭▭▭ ▭▭▭ ▭▭ ▭▭▭▭▭▭ ▭▭▭ ▭▭▭▭ ▭▭▭ ▭▭▭▭ ▭▭ ▭▭▭▭▭ ▭▭▭ ▭▭▭▭ ▭▭▭ ▭▭ ▭▭▭▭▭▭ ▭▭▭ ▭▭▭▭ ▭▭▭ ▭▭▭▭ ▭▭ ▭▭▭▭▭ ▭▭▭ ▭▭▭▭ ▭▭▭ ▭▭ ▭▭▭▭▭▭ ▭▭▭ ▭▭▭▭ ▭▭▭ ▭▭▭▭ ▭▭ ▭▭▭▭▭ ▭▭▭ ▭▭▭▭ ▭▭▭ ▭▭ ▭▭▭▭▭▭ ▭▭▭ ▭▭▭▭ ▭▭▭ ▭▭▭▭ ▭▭ ▭▭▭▭▭ ▭▭▭ ▭▭▭▭ ▭▭▭ ▭▭ ▭▭▭▭▭▭ ▭▭▭ ▭▭▭▭ ▭▭▭ ▭▭▭▭ ▭▭ ▭▭▭▭▭ ▭▭▭ ▭▭▭▭ ▭▭▭ ▭▭ ▭▭▭▭▭▭ ▭▭▭ ▭▭▭▭ ▭▭▭ ▭▭▭▭ ▭▭ ▭▭▭▭▭ ▭▭▭ ▭▭▭▭ ▭▭▭ ▭▭ ▭▭▭▭▭▭ ▭▭▭ ▭▭▭▭ ▭▭▭ ▭▭▭▭ ▭▭ ▭▭▭▭▭ ▭▭▭ ▭▭▭▭ ▭▭▭ ▭▭ ▭▭▭▭▭▭ ▭▭▭ ▭▭▭▭ ▭▭▭ ▭▭▭▭ ▭▭ ▭▭▭▭▭ ▭▭▭ ▭▭▭▭ ▭▭▭ ▭▭ ▭▭▭▭▭▭ ▭▭▭ ▭▭▭▭ ▭▭▭ ▭▭▭▭ ▭▭ ▭▭▭▭▭ ▭▭▭ ▭▭▭▭ ▭▭▭ ▭▭ ▭▭▭▭▭▭ ▭▭▭ ▭▭▭▭ ▭▭▭ ▭▭▭▭ ▭▭ ▭▭▭▭▭ ▭▭▭ ▭▭▭▭ ▭▭▭ ▭▭ ▭▭▭▭▭▭ ▭▭▭ ▭▭▭▭ ▭▭▭ ▭▭▭▭ ▭▭ ▭▭▭▭▭ ▭▭▭ ▭▭▭▭ ▭▭▭ ▭▭ ▭▭▭▭▭▭ ▭▭▭ ▭▭▭▭ ▭▭▭ ▭▭▭▭ ▭▭ ▭▭▭▭▭ ▭▭▭ ▭▭▭▭ ▭▭▭ ▭▭ ▭▭▭▭▭▭ ▭▭▭ ▭▭▭▭ ▭▭▭ ▭▭▭▭ ▭▭ ▭▭▭▭▭ ▭▭▭ ▭▭▭▭ ▭▭▭ ▭▭ ▭▭▭▭▭▭ ▭▭▭ ▭▭▭▭ ▭▭▭ ▭▭▭▭ ▭▭ ▭▭▭▭▭ ▭▭▭ ▭▭▭▭ ▭▭▭ ▭▭ ▭▭▭▭▭▭ ▭▭▭ ▭▭▭▭ ▭▭▭ ▭▭▭▭ ▭▭ ▭▭▭▭▭ ▭▭▭ ▭▭▭▭ ▭▭▭ ▭▭ ▭▭▭▭▭▭ ▭▭▭ ▭▭▭▭ ▭▭▭ ▭▭▭▭ ▭▭ ▭▭▭▭▭ ▭▭▭ ▭▭▭▭ ▭▭▭ ▭▭ ▭▭▭▭▭▭ ▭▭▭ ▭▭▭▭ ▭▭▭ ▭▭▭▭ ▭▭ ▭▭▭▭▭ ▭▭▭ ▭▭▭▭ ▭▭▭ ▭▭ ▭▭▭▭▭▭ ▭▭▭ ▭▭▭▭ ▭▭▭ ▭▭▭▭ ▭▭ ▭▭▭▭▭ ▭▭▭ ▭▭▭▭ ▭▭▭ ▭▭ ▭▭▭▭▭▭ ▭▭▭ ▭▭▭▭ ▭▭▭ ▭▭▭▭ ▭▭ ▭▭▭▭▭ ▭▭▭ ▭▭▭▭ ▭▭▭ ▭▭ ▭▭▭▭▭▭ ▭▭▭ ▭▭▭▭ ▭▭▭ ▭▭▭▭ ▭▭ ▭▭▭▭▭ ▭▭▭ ▭▭▭▭ ▭▭▭ ▭▭ ▭▭▭▭▭▭ ▭▭▭ ▭▭▭▭ ▭▭▭ ▭▭▭▭ ▭▭ ▭▭▭▭▭ ▭▭▭ ▭▭▭▭ ▭▭▭ ▭▭ ▭▭▭▭▭▭ ▭▭▭ ▭▭▭▭ ▭▭▭ ▭▭▭▭ ▭▭ ▭▭▭▭▭ ▭▭▭ ▭▭▭▭ ▭▭▭ ▭▭ ▭▭▭▭▭▭ ▭▭▭ ▭▭▭▭ ▭▭▭ ▭▭▭▭ ▭▭ ▭▭▭▭▭ ▭▭▭ ▭▭▭▭ ▭▭▭ ▭▭ ▭▭▭▭▭▭ ▭▭▭ ▭▭▭▭ ▭▭▭ ▭▭▭▭ ▭▭ ▭▭▭▭▭ ▭▭▭ ▭▭▭▭ ▭▭▭ ▭▭ ▭▭▭▭▭▭ ▭▭▭ ▭▭▭▭ ▭▭▭ ▭▭▭▭ ▭▭ ▭▭▭▭▭ ▭▭▭ ▭▭▭▭ ▭▭▭ ▭▭ ▭▭▭▭▭▭ ▭▭▭ ▭▭▭▭ ▭▭▭ ▭▭▭▭ ▭▭ ▭▭▭▭▭ ▭▭▭ ▭▭▭▭ ▭▭▭ ▭▭ ▭▭▭▭▭▭ ▭▭▭ ▭▭▭▭ ▭▭▭ ▭▭▭▭ ▭▭ ▭▭▭▭▭ ▭▭▭ ▭▭▭▭ ▭▭▭ ▭▭ ▭▭▭▭▭▭ ▭▭▭ ▭▭▭▭ ▭▭▭ ▭▭▭▭ ▭▭ ▭▭▭▭▭ ▭▭▭ ▭▭▭▭ ▭▭▭ ▭▭ ▭▭▭▭▭▭ ▭▭▭ ▭▭▭▭ ▭▭▭ ▭▭▭▭ ▭▭ ▭▭▭▭▭ ▭▭▭ ▭▭▭▭ ▭▭▭ ▭▭ ▭▭▭▭▭▭ ▭▭▭ ▭▭▭▭ ▭▭▭ ▭▭▭▭ ▭▭ ▭▭▭▭▭ ▭▭▭ ▭▭▭▭ ▭▭▭ ▭▭ ▭▭▭▭▭▭ ▭▭▭ ▭▭▭▭ ▭▭▭ ▭▭▭▭ ▭▭ ▭▭▭▭▭ ▭▭▭ ▭▭▭▭ ▭▭▭ ▭▭ ▭▭▭▭▭▭ ▭▭▭ ▭▭▭▭ ▭▭▭ ▭▭▭▭ ▭▭ ▭▭▭▭▭ ▭▭▭ ▭▭▭▭ ▭▭▭ ▭▭ ▭▭▭▭▭▭ ▭▭▭ ▭▭▭▭ ▭▭▭ ▭▭▭▭ ▭▭ ▭▭▭▭▭ ▭▭▭ ▭▭▭▭ ▭▭▭ ▭▭ ▭▭▭▭▭▭ ▭▭▭ ▭▭▭▭ ▭▭▭ ▭▭▭▭ ▭▭ ▭▭▭▭▭ ▭▭▭ ▭▭▭▭ ▭▭▭ ▭▭ ▭▭▭▭▭▭ ▭▭▭ ▭▭▭▭ ▭▭▭ ▭▭▭▭ ▭▭ ▭▭▭▭▭ ▭▭▭ ▭▭▭▭ ▭▭▭ ▭▭ ▭▭▭▭▭▭ ▭▭▭ ▭▭▭▭ ▭▭▭ ▭▭▭▭ ▭▭ ▭▭▭▭▭ ▭▭▭ ▭▭▭▭ ▭▭▭ ▭▭ ▭▭▭▭▭▭ ▭▭▭ ▭▭▭▭ ▭▭▭ ▭▭▭▭ ▭▭ ▭▭▭▭▭ ▭▭▭ ▭▭▭▭ ▭▭▭ ▭▭ ▭▭▭▭▭▭ ▭▭▭ ▭▭▭▭ ▭▭▭ ▭▭▭▭ ▭▭ ▭▭▭▭▭ ▭▭▭ ▭▭▭▭ ▭▭▭ ▭▭ ▭▭▭▭▭▭ ▭▭▭ ▭▭▭▭ ▭▭▭ ▭▭▭▭ ▭▭ ▭▭▭▭▭ ▭▭▭ ▭▭▭▭ ▭▭▭ ▭▭ ▭▭▭▭▭▭ ▭▭▭ ▭▭▭▭ ▭▭▭ ▭▭▭▭ ▭▭ ▭▭▭▭▭ ▭▭▭ ▭▭▭▭ ▭▭▭ ▭▭ ▭▭▭▭▭▭ ▭▭▭ ▭▭▭▭ ▭▭▭ ▭▭▭▭ ▭▭ ▭▭▭▭▭ ▭▭▭ ▭▭▭▭ ▭▭▭ ▭▭ ▭▭▭▭▭▭ ▭▭▭ ▭▭▭▭ ▭▭▭ ▭▭▭▭ ▭▭ ▭▭▭▭▭ ▭▭▭ ▭▭▭▭ ▭▭▭ ▭▭ ▭▭▭▭▭▭ ▭▭▭ ▭▭▭▭ ▭▭▭ ▭▭▭▭ ▭▭ ▭▭▭▭▭ ▭▭▭ ▭▭▭▭ ▭▭▭ ▭▭ ▭▭▭▭▭▭ ▭▭▭ ▭▭▭▭ ▭▭▭ ▭▭▭▭ ▭▭ ▭▭▭▭▭ ▭▭▭ ▭▭▭▭ ▭▭▭ ▭▭ ▭▭▭▭▭▭ ▭▭▭ ▭▭▭▭ ▭▭▭ ▭▭▭▭ ▭▭ ▭▭▭▭▭ ▭▭▭ ▭▭▭▭ ▭▭▭ ▭▭ ▭▭▭▭▭▭ ▭▭▭ ▭▭▭▭ ▭▭▭ ▭▭▭▭ ▭▭ ▭▭▭▭▭ ▭▭▭ ▭▭▭▭ ▭▭▭ ▭▭ ▭▭▭▭▭▭ ▭▭▭ ▭▭▭▭ ▭▭▭ ▭▭▭▭ ▭▭ ▭▭▭▭▭ ▭▭▭ ▭▭▭▭ ▭▭▭ ▭▭ ▭▭▭▭▭▭ ▭▭▭ ▭▭▭▭ ▭▭▭ ▭▭▭▭ ▭▭ ▭▭▭▭▭ ▭▭▭ ▭▭▭▭ ▭▭▭ ▭▭ ▭▭▭▭▭▭ ▭▭▭ ▭▭▭▭ ▭▭▭ ▭▭▭▭ ▭▭ ▭▭▭▭▭ ▭▭▭ ▭▭▭▭ ▭▭▭ ▭▭ ▭▭▭▭▭▭ ▭▭▭ ▭▭▭▭ ▭▭▭ ▭▭▭▭ ▭▭ ▭▭▭▭▭ ▭▭▭ ▭▭▭▭ ▭▭▭ ▭▭ ▭▭▭▭▭▭ ▭▭▭ ▭▭▭▭ ▭▭▭ ▭▭▭▭ ▭▭ ▭▭▭▭▭ ▭▭▭ ▭▭▭▭ ▭▭▭ ▭▭ ▭▭▭▭▭▭ ▭▭▭ ▭▭▭▭ ▭▭▭ ▭▭▭▭ ▭▭ ▭▭▭▭▭ ▭▭▭ ▭▭▭▭ ▭▭▭ ▭▭ ▭▭▭▭▭▭ ▭▭▭ ▭▭▭▭ ▭▭▭ ▭▭▭▭ ▭▭ ▭▭▭▭▭ ▭▭▭ ▭▭▭▭ ▭▭▭ ▭▭ ▭▭▭▭▭▭ ▭▭▭ ▭▭▭▭ ▭▭▭ ▭▭▭▭ ▭▭ ▭▭▭▭▭ ▭▭▭ ▭▭▭▭ ▭▭▭ ▭▭ ▭▭▭▭▭▭ ▭▭▭ ▭▭▭▭ ▭▭▭ ▭▭▭▭ ▭▭ ▭▭▭▭▭ ▭▭▭ ▭▭▭▭ ▭▭▭ ▭▭ ▭▭▭▭▭▭ ▭▭▭ ▭▭▭▭ ▭▭▭ ▭▭▭▭ ▭▭ ▭▭▭▭▭ ▭▭▭ ▭▭▭▭ ▭▭▭ ▭▭ ▭▭▭▭▭▭ ▭▭▭ ▭▭▭▭ ▭▭▭ ▭▭▭▭ ▭▭ ▭▭▭▭▭ ▭▭▭ ▭▭▭▭ ▭▭▭ ▭▭ ▭▭▭▭▭▭ ▭▭▭ ▭▭▭▭ ▭▭▭ ▭▭▭▭ ▭▭ ▭▭▭▭▭ ▭▭▭ ▭▭▭▭ ▭▭▭ ▭▭ ▭▭▭▭▭▭ ▭▭▭ ▭▭▭▭ ▭▭▭ ▭▭▭▭ ▭▭ ▭▭▭▭▭ ▭▭▭ ▭▭▭▭ ▭▭▭ ▭▭ ▭▭▭▭▭▭ ▭▭▭ ▭▭▭▭ ▭▭▭ ▭▭▭▭ ▭▭ ▭▭▭▭▭ ▭▭▭ ▭▭▭▭ ▭▭▭ ▭▭ ▭▭▭▭▭▭ ▭▭▭ ▭▭▭▭ ▭▭▭ ▭▭▭▭ ▭▭ ▭▭▭▭▭ ▭▭▭ ▭▭▭▭ ▭▭▭ ▭▭ ▭▭▭▭▭▭ ▭▭▭ ▭▭▭▭ ▭▭▭ ▭▭▭▭ ▭▭ ▭▭▭▭▭ ▭▭▭ ▭▭▭▭ ▭▭▭ ▭▭ ▭▭▭▭▭▭ ▭▭▭ ▭▭▭▭ ▭▭▭ ▭▭▭▭ ▭▭ ▭▭▭▭▭ ▭▭▭ ▭▭▭▭ ▭▭▭ ▭▭ ▭▭▭▭▭▭ ▭▭▭ ▭▭▭▭ ▭▭▭ ▭▭▭▭ ▭▭ ▭▭▭▭▭ ▭▭▭ ▭▭▭▭ ▭▭▭ ▭▭ ▭▭▭▭▭▭ ▭▭▭ ▭▭▭▭ ▭▭▭ ▭▭▭▭ ▭▭ ▭▭▭▭▭ ▭▭▭ ▭▭▭▭ ▭▭▭ ▭▭ ▭▭▭▭▭▭ ▭▭▭ ▭▭▭▭ ▭▭▭ ▭▭▭▭ ▭▭ ▭▭▭▭▭ ▭▭▭ ▭▭▭▭ ▭▭▭ ▭▭ ▭▭▭▭▭▭ ▭▭▭ ▭▭▭▭ ▭▭▭ ▭▭▭▭ ▭▭ ▭▭▭▭▭ ▭▭▭ ▭▭▭▭ ▭▭▭ ▭▭ ▭▭▭▭▭▭ ▭▭▭ ▭▭▭▭ ▭▭▭ ▭▭▭▭ ▭▭ ▭▭▭▭▭ ▭▭▭ ▭▭▭▭ ▭▭▭ ▭▭ ▭▭▭▭▭▭ ▭▭▭ ▭▭▭▭ ▭▭▭ ▭▭▭▭ ▭▭ ▭▭▭▭▭ ▭▭▭ ▭▭▭▭ ▭▭▭ ▭▭ ▭▭▭▭▭▭ ▭▭▭ ▭▭▭▭ ▭▭▭ ▭▭▭▭ ▭▭ ▭▭▭▭▭ ▭▭▭ ▭▭▭▭ ▭▭▭ ▭▭ ▭▭▭▭▭▭ ▭▭▭ ▭▭▭▭ ▭▭▭ ▭▭▭▭ ▭▭ ▭▭▭▭▭ ▭▭▭ ▭▭▭▭ ▭▭▭ ▭▭ ▭▭▭▭▭▭ ▭▭▭ ▭▭▭▭ ▭▭▭ ▭▭▭▭ ▭▭ ▭▭▭▭▭ ▭▭▭ ▭▭▭▭ ▭▭▭ ▭▭ ▭▭▭▭▭▭ ▭▭▭ ▭▭▭▭ ▭▭▭ ▭▭▭▭ ▭▭ ▭▭▭▭▭ ▭▭▭ ▭▭▭▭ ▭▭▭ ▭▭ ▭▭▭▭▭▭ ▭▭▭ ▭▭▭▭ ▭▭▭ ▭▭▭▭ ▭▭ ▭▭▭▭▭ ▭▭▭ ▭▭▭▭ ▭▭▭ ▭▭ ▭▭▭▭▭▭ ▭▭▭ ▭▭▭▭ ▭▭▭ ▭▭▭▭ ▭▭ ▭▭▭▭▭ ▭▭▭ ▭▭▭▭ ▭▭▭ ▭▭ ▭▭▭▭▭▭ ▭▭▭ ▭▭▭▭ ▭▭▭ ▭▭▭▭ ▭▭ ▭▭▭▭▭ ▭▭▭ ▭▭▭▭ ▭▭▭ ▭▭ ▭▭▭▭▭▭ ▭▭▭ ▭▭▭▭ ▭▭▭ ▭▭▭▭ ▭▭ ▭▭▭▭▭ ▭▭▭ ▭▭▭▭ ▭▭▭ ▭▭ ▭▭▭▭▭▭ ▭▭▭ ▭▭▭▭ ▭▭▭ ▭▭▭▭ ▭▭ ▭▭▭▭▭ ▭▭▭ ▭▭▭▭ ▭▭▭ ▭▭ ▭▭▭▭▭▭ ▭▭▭ ▭▭▭▭ ▭▭▭ ▭▭▭▭ ▭▭ ▭▭▭▭▭ ▭▭▭ ▭▭▭▭ ▭▭▭ ▭▭ ▭▭▭▭▭▭ ▭▭▭ ▭▭▭▭ ▭▭▭ ▭▭▭▭ ▭▭ ▭▭▭▭▭ ▭▭▭ ▭▭▭▭ ▭▭▭ ▭▭ ▭▭▭▭▭▭ ▭▭▭ ▭▭▭▭ ▭▭▭ ▭▭▭▭ ▭▭ ▭▭▭▭▭ ▭▭▭ ▭▭▭▭ ▭▭▭ ▭▭ ▭▭▭▭▭▭ ▭▭▭ ▭▭▭▭ ▭▭▭ ▭▭▭▭ ▭▭ ▭▭▭▭▭ ▭▭▭ ▭▭▭▭ ▭▭▭ ▭▭ ▭▭▭▭▭▭ ▭▭▭ ▭▭▭▭ ▭▭▭ ▭▭▭▭ ▭▭ ▭▭▭▭▭ ▭▭▭ ▭▭▭▭ ▭▭▭ ▭▭ ▭▭▭▭▭▭ ▭▭▭ ▭▭▭▭ ▭▭▭ ▭▭▭▭ ▭▭ ▭▭▭▭▭ ▭▭▭ ▭▭▭▭ ▭▭▭ ▭▭ ▭▭▭▭▭▭ ▭▭▭ ▭▭▭▭ ▭▭▭ ▭▭▭▭ ▭▭ ▭▭▭▭▭ ▭▭▭ ▭▭▭▭ ▭▭▭ ▭▭ ▭▭▭▭▭▭ ▭▭▭ ▭▭▭▭ ▭▭▭ ▭▭▭▭ ▭▭ ▭▭▭▭▭ ▭▭▭ ▭▭▭▭ ▭▭▭ ▭▭ ▭▭▭▭▭▭ ▭▭▭ ▭▭▭▭ ▭▭▭ ▭▭▭▭ ▭▭ ▭▭▭▭▭ ▭▭▭ ▭▭▭▭ ▭▭▭ ▭▭ ▭▭▭▭▭▭ ▭▭▭ ▭▭▭▭ ▭▭▭ ▭▭▭▭ ▭▭ ▭▭▭▭▭ ▭▭▭ ▭▭▭▭ ▭▭▭ ▭▭ ▭▭▭▭▭▭ ▭▭▭ ▭▭▭▭ ▭▭▭ ▭▭▭▭ ▭▭ ▭▭▭▭▭ ▭▭▭ ▭▭▭▭ ▭▭▭ ▭▭ ▭▭▭▭▭▭ ▭▭▭ ▭▭▭▭ ▭▭▭ ▭▭▭▭ ▭▭ ▭▭▭▭▭ ▭▭▭ ▭▭▭▭ ▭▭▭ ▭▭ ▭▭▭▭▭▭ ▭▭▭ ▭▭▭▭ ▭▭▭ ▭▭▭▭ ▭▭ ▭▭▭▭▭ ▭▭▭ ▭▭▭▭ ▭▭▭ ▭▭ ▭▭▭▭▭▭ ▭▭▭ ▭▭▭▭ ▭▭▭ ▭▭▭▭ ▭▭ ▭▭▭▭▭ ▭▭▭ ▭▭▭▭ ▭▭▭ ▭▭ ▭▭▭▭▭▭ ▭▭▭ ▭▭▭▭ ▭▭▭ ▭▭▭▭ ▭▭ ▭▭▭▭▭ ▭▭▭ ▭▭▭▭ ▭▭▭ ▭▭ ▭▭▭▭▭▭ ▭▭▭ ▭▭▭▭ ▭▭▭ ▭▭▭▭ ▭▭ ▭▭▭▭▭ ▭▭▭ ▭▭▭▭ ▭▭▭ ▭▭ ▭▭▭▭▭▭ ▭▭▭ ▭▭▭▭ ▭▭▭ ▭▭▭▭ ▭▭ ▭▭▭▭▭ ▭▭▭ ▭▭▭▭ ▭▭▭ ▭▭ ▭▭▭▭▭▭ ▭▭▭ ▭▭▭▭ ▭▭▭ ▭▭▭▭ ▭▭ ▭▭▭▭▭ ▭▭▭ ▭▭▭▭ ▭▭▭ ▭▭ ▭▭▭▭▭▭ ▭▭▭ ▭▭▭▭ ▭▭▭ ▭▭▭▭ ▭▭ ▭▭▭▭▭ ▭▭▭ ▭▭▭▭ ▭▭▭ ▭▭ ▭▭▭▭▭▭ ▭▭▭ ▭▭▭▭ ▭▭▭ ▭▭▭▭ ▭▭ ▭▭▭▭▭ ▭▭▭ ▭▭▭▭ ▭▭▭ ▭▭ ▭▭▭▭▭▭ ▭▭▭ ▭▭▭▭ ▭▭▭ ▭▭▭▭ ▭▭ ▭▭▭▭▭ ▭▭▭ ▭▭▭▭ ▭▭▭ ▭▭ ▭▭▭▭▭▭ ▭▭▭ ▭▭▭▭ ▭▭▭ ▭▭▭▭ ▭▭ ▭▭▭▭▭ ▭▭▭ ▭▭▭▭ ▭▭▭ ▭▭ ▭▭▭▭▭▭ ▭▭▭ ▭▭▭▭ ▭▭▭ ▭▭▭▭ ▭▭ ▭▭▭▭▭ ▭▭▭ ▭▭▭▭ ▭▭▭ ▭▭ ▭▭▭▭▭▭ ▭▭▭ ▭▭▭▭ ▭▭▭ ▭▭▭▭ ▭▭ ▭▭▭▭▭ ▭▭▭ ▭▭▭▭ ▭▭▭ ▭▭ ▭▭▭▭▭▭ ▭▭▭ ▭▭▭▭ ▭▭▭ ▭▭▭▭ ▭▭ ▭▭▭▭▭ ▭▭▭ ▭▭▭▭ ▭▭▭ ▭▭ ▭▭▭▭▭▭ ▭▭▭ ▭▭▭▭ ▭▭▭ ▭▭▭▭ ▭▭ ▭▭▭▭▭ ▭▭▭ ▭▭▭▭ ▭▭▭ ▭▭ ▭▭▭▭▭▭ ▭▭▭ ▭▭▭▭ ▭▭▭ ▭▭▭▭ ▭▭ ▭▭▭▭▭ ▭▭▭ ▭▭▭▭ ▭▭▭ ▭▭ ▭▭▭▭▭▭ ▭▭▭ ▭▭▭▭ ▭▭▭ ▭▭▭▭ ▭▭ ▭▭▭▭▭ ▭▭▭ ▭▭▭▭ ▭▭▭ ▭▭ ▭▭▭▭▭▭ ▭▭▭ ▭▭▭▭ ▭▭▭ ▭▭▭▭ ▭▭ ▭▭▭▭▭ ▭▭▭ ▭▭▭▭ ▭▭▭ ▭▭ ▭▭▭▭▭▭ ▭▭▭ ▭▭▭▭ ▭▭▭ ▭▭▭▭ ▭▭ ▭▭▭▭▭ ▭▭▭ ▭▭▭▭ ▭▭▭ ▭▭ ▭▭▭▭▭▭ ▭▭▭ ▭▭▭▭ ▭▭▭ ▭▭▭▭ ▭▭ ▭▭▭▭▭ ▭▭▭ ▭▭▭▭ ▭▭▭ ▭▭ ▭▭▭▭▭▭ ▭▭▭ ▭▭▭▭ ▭▭▭ ▭▭▭▭ ▭▭ ▭▭▭▭▭ ▭▭▭ ▭▭▭▭ ▭▭▭ ▭▭ ▭▭▭▭▭▭ ▭▭▭ ▭▭▭▭ ▭▭▭ ▭▭▭▭ ▭▭ ▭▭▭▭▭ ▭▭▭ ▭▭▭▭ ▭▭▭ ▭▭ ▭▭▭▭▭▭ ▭▭▭ ▭▭▭▭ ▭▭▭ ▭▭▭▭ ▭▭ ▭▭▭▭▭ ▭▭▭ ▭▭▭▭ ▭▭▭ ▭▭ ▭▭▭▭▭▭ ▭▭▭ ▭▭▭▭ ▭▭▭ ▭▭▭▭ ▭▭ ▭▭▭▭▭ ▭▭▭ ▭▭▭▭ ▭▭▭ ▭▭ ▭▭▭▭▭▭ ▭▭▭ ▭▭▭▭ ▭▭▭ ▭▭▭▭ ▭▭ ▭▭▭▭▭ ▭▭▭ ▭▭▭▭ ▭▭▭ ▭▭ ▭▭▭▭▭▭ ▭▭▭ ▭▭▭▭ ▭▭▭ ▭▭▭▭ ▭▭ ▭▭▭▭▭ ▭▭▭ ▭▭▭▭ ▭▭▭ ▭▭ ▭▭▭▭▭▭ ▭▭▭ ▭▭▭▭ ▭▭▭ ▭▭▭▭ ▭▭ ▭▭▭▭▭ ▭▭▭ ▭▭▭▭ ▭▭▭ ▭▭ ▭▭▭▭▭▭ ▭▭▭ ▭▭▭▭ ▭▭▭ ▭▭▭▭ ▭▭ ▭▭▭▭▭ ▭▭▭ ▭▭▭▭ ▭▭▭ ▭▭ ▭▭▭▭▭▭ ▭▭▭ ▭▭▭▭ ▭▭▭ ▭▭▭▭ ▭▭ ▭▭▭▭▭ ▭▭▭ ▭▭▭▭ ▭▭▭ ▭▭ ▭▭▭▭▭▭ ▭▭▭ ▭▭▭▭ ▭▭▭ ▭▭▭▭ ▭▭ ▭▭▭▭▭ ▭▭▭ ▭▭▭▭ ▭▭▭ ▭▭ ▭▭▭▭▭▭ ▭▭▭ ▭▭▭▭ ▭▭▭ ▭▭▭▭ ▭▭ ▭▭▭▭▭ ▭▭▭ ▭▭▭▭ ▭▭▭ ▭▭ ▭▭▭▭▭▭ ▭▭▭ ▭▭▭▭ ▭▭▭ ▭▭▭▭ ▭▭ ▭▭▭▭▭ ▭▭▭ ▭▭▭▭ ▭▭▭ ▭▭ ▭▭▭▭▭▭ ▭▭▭ ▭▭▭▭ ▭▭▭ ▭▭▭▭ ▭▭ ▭▭▭▭▭ ▭▭▭ ▭▭▭▭ ▭▭▭ ▭▭ ▭▭▭▭▭▭ ▭▭▭ ▭▭▭▭ ▭▭▭ ▭▭▭▭ ▭▭ ▭▭▭▭▭ ▭▭▭ ▭▭▭▭ ▭▭▭ ▭▭ ▭▭▭▭▭▭ ▭▭▭ ▭▭▭▭ ▭▭▭ ▭▭▭▭ ▭▭ ▭▭▭▭▭ ▭▭▭ ▭▭▭▭ ▭▭▭ ▭▭ ▭▭▭▭▭▭ ▭▭▭ ▭▭▭▭ ▭▭▭ ▭▭▭▭ ▭▭ ▭▭▭▭▭ ▭▭▭ ▭▭▭▭ ▭▭▭ ▭▭ ▭▭▭▭▭▭ ▭▭▭ ▭▭▭▭ ▭▭▭ ▭▭▭▭ ▭▭ ▭▭▭▭▭ ▭▭▭ ▭▭▭▭ ▭▭▭ ▭▭ ▭▭▭▭▭▭ ▭▭▭ ▭▭▭▭ ▭▭▭ ▭▭▭▭ ▭▭ ▭▭▭▭▭ ▭▭▭ ▭▭▭▭ ▭▭▭ ▭▭ ▭▭▭▭▭▭ ▭▭▭ ▭▭▭▭ ▭▭▭ ▭▭▭▭ ▭▭ ▭▭▭▭▭ ▭▭▭ ▭▭▭▭ ▭▭▭ ▭▭ ▭▭▭▭▭▭ ▭▭▭ ▭▭▭▭ ▭▭▭ ▭▭▭▭ ▭▭ ▭▭▭▭▭ ▭▭▭ ▭▭▭▭ ▭▭▭ ▭▭ ▭▭▭▭▭▭ ▭▭▭ ▭▭▭▭ ▭▭▭ ▭▭▭▭ ▭▭ ▭▭▭▭▭ ▭▭▭ ▭▭▭▭ ▭▭▭ ▭▭ ▭▭▭▭▭▭ ▭▭▭ ▭▭▭▭ ▭▭▭ ▭▭▭▭ ▭▭ ▭▭▭▭▭ ▭▭▭ ▭▭▭▭ ▭▭▭ ▭▭ ▭▭▭▭▭▭ ▭▭▭ ▭▭▭▭ ▭▭▭ ▭▭▭▭ ▭▭ ▭▭▭▭▭ ▭▭▭ ▭▭▭▭ ▭▭▭ ▭▭ ▭▭▭▭▭▭ ▭▭▭ ▭▭▭▭ ▭▭▭ ▭▭▭▭ ▭▭ ▭▭▭▭▭ ▭▭▭ ▭▭▭▭ ▭▭▭ ▭▭ ▭▭▭▭▭▭ ▭▭▭ ▭▭▭▭ ▭▭▭ ▭▭▭▭ ▭▭ ▭▭▭▭▭ ▭▭▭ ▭▭▭▭ ▭▭▭ ▭▭ ▭▭▭▭▭▭ ▭▭▭ ▭▭▭▭ ▭▭▭ ▭▭▭▭ ▭▭ ▭▭▭▭▭ ▭▭▭ ▭▭▭▭ ▭▭▭ ▭▭ ▭▭▭▭▭▭ ▭▭▭ ▭▭▭▭ ▭▭▭ ▭▭▭▭ ▭▭ ▭▭▭▭▭ ▭▭▭ ▭▭▭▭ ▭▭▭ ▭▭ ▭▭▭▭▭▭ ▭▭▭ ▭▭▭▭ ▭▭▭ ▭▭▭▭ ▭▭ ▭▭▭▭▭ ▭▭▭ ▭▭▭▭ ▭▭▭ ▭▭ ▭▭▭▭▭▭ ▭▭▭ ▭▭▭▭ ▭▭▭ ▭▭▭▭ ▭▭ ▭▭▭▭▭ ▭▭▭ ▭▭▭▭ ▭▭▭ ▭▭ ▭▭▭▭▭▭ ▭▭▭ ▭▭▭▭ ▭▭▭ ▭▭▭▭ ▭▭ ▭▭▭▭▭ ▭▭▭ ▭▭▭▭ ▭▭▭ ▭▭ ▭▭▭▭▭▭ ▭▭▭ ▭▭▭▭ ▭▭▭ ▭▭▭▭ ▭▭ ▭▭▭▭▭ ▭▭▭ ▭▭▭▭ ▭▭▭ ▭▭ ▭▭▭▭▭▭ ▭▭▭ ▭▭▭▭ ▭▭▭ ▭▭▭▭ ▭▭ ▭▭▭▭▭ ▭▭▭ ▭▭▭▭ ▭▭▭ ▭▭ ▭▭▭▭▭▭ ▭▭▭ ▭▭▭▭ ▭▭▭ ▭▭▭▭ ▭▭ ▭▭▭▭▭ ▭▭▭ ▭▭▭▭ ▭▭▭ ▭▭ ▭▭▭▭▭▭ ▭▭▭ ▭▭▭▭ ▭▭▭ ▭▭▭▭ ▭▭ ▭▭▭▭▭ ▭▭▭ ▭▭▭▭ ▭▭▭ ▭▭ ▭▭▭▭▭▭ ▭▭▭ ▭▭▭▭ ▭▭▭ ▭▭▭▭ ▭▭ ▭▭▭▭▭ ▭▭▭ ▭▭▭▭ ▭▭▭ ▭▭ ▭▭▭▭▭▭ ▭▭▭ ▭▭▭▭ ▭▭▭ ▭▭▭▭ ▭▭ ▭▭▭▭▭ ▭▭▭ ▭▭▭▭ ▭▭▭ ▭▭ ▭▭▭▭▭▭ ▭▭▭ ▭▭▭▭ ▭▭▭ ▭▭▭▭ ▭▭ ▭▭▭▭▭ ▭▭▭ ▭▭▭▭ ▭▭▭ ▭▭ ▭▭▭▭▭▭ ▭▭▭ ▭▭▭▭ ▭▭▭ ▭▭▭▭ ▭▭ ▭▭▭▭▭ ▭▭▭ ▭▭▭▭ ▭▭▭ ▭▭ ▭▭▭▭▭▭ ▭▭▭ ▭▭▭▭ ▭▭▭ ▭▭▭▭ ▭▭ ▭▭▭▭▭ ▭▭▭ ▭▭▭▭ ▭▭▭ ▭▭ ▭▭▭▭▭▭ ▭▭▭ ▭▭▭▭ ▭▭▭ ▭▭▭▭ ▭▭ ▭▭▭▭▭ ▭▭▭ ▭▭▭▭ ▭▭▭ ▭▭ ▭▭▭▭▭▭ ▭▭▭ ▭▭▭▭ ▭▭▭ ▭▭▭▭ ▭▭ ▭▭▭▭▭ ▭▭▭ ▭▭▭▭ ▭▭▭ ▭▭ ▭▭▭▭▭▭ ▭▭▭ ▭▭▭▭ ▭▭▭ ▭▭▭▭ ▭▭ ▭▭▭▭▭ ▭▭▭ ▭▭▭▭ ▭▭▭ ▭▭ ▭▭▭▭▭▭ ▭▭▭ ▭▭▭▭ ▭▭▭ ▭▭▭▭ ▭▭ ▭▭▭▭▭ ▭▭▭ ▭▭▭▭ ▭▭▭ ▭▭ ▭▭▭▭▭▭ ▭▭▭ ▭▭▭▭ ▭▭▭ ▭▭▭▭ ▭▭ ▭▭▭▭▭ ▭▭▭ ▭▭▭▭ ▭▭▭ ▭▭ ▭▭▭▭▭▭ ▭▭▭ ▭▭▭▭ ▭▭▭ ▭▭▭▭ ▭▭ ▭▭▭▭▭ ▭▭▭ ▭▭▭▭ ▭▭▭ ▭▭ ▭▭▭▭▭▭ ▭▭▭ ▭▭▭▭ ▭▭▭ ▭▭▭▭ ▭▭ ▭▭▭▭▭ ▭▭▭ ▭▭▭▭ ▭▭▭ ▭▭ ▭▭▭▭▭▭ ▭▭▭ ▭▭▭▭ ▭▭▭ ▭▭▭▭ ▭▭ ▭▭▭▭▭ ▭▭▭ ▭▭▭▭ ▭▭▭ ▭▭ ▭▭▭▭▭▭ ▭▭▭ ▭▭▭▭ ▭▭▭ ▭▭▭▭ ▭▭ ▭▭▭▭▭ ▭▭▭ ▭▭▭▭ ▭▭▭ ▭▭ ▭▭▭▭▭▭ ▭▭▭ ▭▭▭▭ ▭▭▭ ▭▭▭▭ ▭▭ ▭▭▭▭▭ ▭▭▭ ▭▭▭▭ ▭▭▭ ▭▭ ▭▭▭▭▭▭ ▭▭▭ ▭▭▭▭ ▭▭▭ ▭▭▭▭ ▭▭ ▭▭▭▭▭ ▭▭▭ ▭▭▭▭ ▭▭▭ ▭▭ ▭▭▭▭▭▭ ▭▭▭ ▭▭▭▭ ▭▭▭ ▭▭▭▭ ▭▭ ▭▭▭▭▭ ▭▭▭ ▭▭▭▭ ▭▭▭ ▭▭ ▭▭▭▭▭▭ ▭▭▭ ▭▭▭▭ ▭▭▭ ▭▭▭▭ ▭▭ ▭▭▭▭▭ ▭▭▭ ▭▭▭▭ ▭▭▭ ▭▭ ▭▭▭▭▭▭ ▭▭▭ ▭▭▭▭ ▭▭▭ ▭▭▭▭ ▭▭ ▭▭▭▭▭ ▭▭▭ ▭▭▭▭ ▭▭▭ ▭▭ ▭▭▭▭▭▭ ▭▭▭ ▭▭▭▭ ▭▭▭ ▭▭▭▭ ▭▭ ▭▭▭▭▭ ▭▭▭ ▭▭▭▭ ▭▭▭ ▭▭ ▭▭▭▭▭▭ ▭▭▭ ▭▭▭▭ ▭▭▭ ▭▭▭▭ ▭▭ ▭▭▭▭▭ ▭▭▭ ▭▭▭▭ ▭▭▭ ▭▭ ▭▭▭▭▭▭ ▭▭▭ ▭▭▭▭ ▭▭▭ ▭▭▭▭ ▭▭ ▭▭▭▭▭ ▭▭▭ ▭▭▭▭ ▭▭▭ ▭▭ ▭▭▭▭▭▭ ▭▭▭ ▭▭▭▭ ▭▭▭ ▭▭▭▭ ▭▭ ▭▭▭▭▭ ▭▭▭ ▭▭▭▭ ▭▭▭ ▭▭ ▭▭▭▭▭▭ ▭▭▭ ▭▭▭▭ ▭▭▭ ▭▭▭▭ ▭▭ ▭▭▭▭▭ ▭▭▭ ▭▭▭▭ ▭▭▭ ▭▭ ▭▭▭▭▭▭ ▭▭▭ ▭▭▭▭ ▭▭▭ ▭▭▭▭ ▭▭ ▭▭▭▭▭ ▭▭▭ ▭▭▭▭ ▭▭▭ ▭▭ ▭▭▭▭▭▭ ▭▭▭ ▭▭▭▭ ▭▭▭ ▭▭▭▭ ▭▭ ▭▭▭▭▭ ▭▭▭ ▭▭▭▭ ▭▭▭ ▭▭ ▭▭▭▭▭▭ ▭▭▭ ▭▭▭▭ ▭▭▭ ▭▭▭▭ ▭▭ ▭▭▭▭▭ ▭▭▭ ▭▭▭▭ ▭▭▭ ▭▭ ▭▭▭▭▭▭ ▭▭▭ ▭▭▭▭ ▭▭▭ ▭▭▭▭ ▭▭ ▭▭▭▭▭ ▭▭▭ ▭▭▭▭ ▭▭▭ ▭▭ ▭▭▭▭▭▭ ▭▭▭ ▭▭▭▭ ▭▭▭ ▭▭▭▭ ▭▭ ▭▭▭▭▭ ▭▭▭ ▭▭▭▭ ▭▭▭ ▭▭ ▭▭▭▭▭▭ ▭▭▭ ▭▭▭▭ ▭▭▭ ▭▭▭▭ ▭▭ ▭▭▭▭▭ ▭▭▭ ▭▭▭▭ ▭▭▭ ▭▭ ▭▭▭▭▭▭ ▭▭▭ ▭▭▭▭ ▭▭▭ ▭▭▭▭ ▭▭ ▭▭▭▭▭ ▭▭▭ ▭▭▭▭ ▭▭▭ ▭▭ ▭▭▭▭▭▭ ▭▭▭ ▭▭▭▭ ▭▭▭ ▭▭▭▭ ▭▭ ▭▭▭▭▭ ▭▭▭ ▭▭▭▭ ▭▭▭ ▭▭ ▭▭▭▭▭▭ ▭▭▭ ▭▭▭▭ ▭▭▭ ▭▭▭▭ ▭▭ ▭▭▭▭▭ ▭▭▭ ▭▭▭▭ ▭▭▭ ▭▭ ▭▭▭▭▭▭ ▭▭▭ ▭▭▭▭ ▭▭▭ ▭▭▭▭ ▭▭ ▭▭▭▭▭ ▭▭▭ ▭▭▭▭ ▭▭▭ ▭▭ ▭▭▭▭▭▭ ▭▭▭ ▭▭▭▭ ▭▭▭ ▭▭▭▭ ▭▭ ▭▭▭▭▭ ▭▭▭ ▭▭▭▭ ▭▭▭ ▭▭ ▭▭▭▭▭▭ ▭▭▭ ▭▭▭▭ ▭▭▭ ▭▭▭▭ ▭▭ ▭▭▭▭▭ ▭▭▭ ▭▭▭▭ ▭▭▭ ▭▭ ▭▭▭▭▭▭ ▭▭▭ ▭▭▭▭ ▭▭▭ ▭▭▭▭ ▭▭ ▭▭▭▭▭ ▭▭▭ ▭▭▭▭ ▭▭▭ ▭▭ ▭▭▭▭▭▭ ▭▭▭ ▭▭▭▭ ▭▭▭ ▭▭▭▭ ▭▭ ▭▭▭▭▭ ▭▭▭ ▭▭▭▭ ▭▭▭ ▭▭ ▭▭▭▭▭▭ ▭▭▭ ▭▭▭▭ <box>664 134 815 2416</box>
display-ad-line: THE AFRO-AMERICAN <box>539 1674 620 1683</box>
illegible-small-print: ▭▭▭ ▭▭▭▭ ▭▭ ▭▭▭▭▭ ▭▭▭ ▭▭▭▭ ▭▭▭ ▭▭ ▭▭▭▭▭▭ ▭▭▭ ▭▭▭▭ ▭▭▭ ▭▭▭▭ ▭▭ ▭▭▭▭▭ ▭▭▭ ▭▭▭▭ ▭▭▭ ▭▭ ▭▭▭▭▭▭ ▭▭▭ ▭▭▭▭ ▭▭▭ ▭▭▭▭ ▭▭ ▭▭▭▭▭ ▭▭▭ ▭▭▭▭ ▭▭▭ ▭▭ ▭▭▭▭▭▭ ▭▭▭ ▭▭▭▭ ▭▭▭ ▭▭▭▭ ▭▭ ▭▭▭▭▭ ▭▭▭ ▭▭▭▭ ▭▭▭ ▭▭ ▭▭▭▭▭▭ ▭▭▭ ▭▭▭▭ <box>504 75 655 127</box>
display-ad-line: HOBBS & GRUBB <box>1175 625 1262 638</box>
display-ad-line: TWIN CITIES <box>1188 645 1250 657</box>
display-ad <box>26 298 176 313</box>
display-ad-line: LEARN AUTO TRADE <box>528 997 631 1009</box>
display-ad-line: FUR COATS <box>72 894 131 906</box>
display-ad-line: EVERYBODY LISTEN <box>209 1119 311 1131</box>
illegible-small-print: ▭▭▭ ▭▭▭▭ ▭▭ ▭▭▭▭▭ ▭▭▭ ▭▭▭▭ ▭▭▭ ▭▭ ▭▭▭▭▭▭ ▭▭▭ ▭▭▭▭ ▭▭▭ ▭▭▭▭ ▭▭ ▭▭▭▭▭ ▭▭▭ ▭▭▭▭ ▭▭▭ ▭▭ ▭▭▭▭▭▭ ▭▭▭ ▭▭▭▭ ▭▭▭ ▭▭▭▭ ▭▭ ▭▭▭▭▭ ▭▭▭ ▭▭▭▭ ▭▭▭ ▭▭ ▭▭▭▭▭▭ ▭▭▭ ▭▭▭▭ ▭▭▭ ▭▭▭▭ ▭▭ ▭▭▭▭▭ ▭▭▭ ▭▭▭▭ ▭▭▭ ▭▭ ▭▭▭▭▭▭ ▭▭▭ ▭▭▭▭ ▭▭▭ ▭▭▭▭ ▭▭ ▭▭▭▭▭ ▭▭▭ ▭▭▭▭ ▭▭▭ ▭▭ ▭▭▭▭▭▭ ▭▭▭ ▭▭▭▭ ▭▭▭ ▭▭▭▭ ▭▭ ▭▭▭▭▭ ▭▭▭ ▭▭▭▭ ▭▭▭ ▭▭ ▭▭▭▭▭▭ ▭▭▭ ▭▭▭▭ ▭▭▭ ▭▭▭▭ ▭▭ ▭▭▭▭▭ ▭▭▭ ▭▭▭▭ ▭▭▭ ▭▭ ▭▭▭▭▭▭ ▭▭▭ ▭▭▭▭ ▭▭▭ ▭▭▭▭ ▭▭ ▭▭▭▭▭ ▭▭▭ ▭▭▭▭ ▭▭▭ ▭▭ ▭▭▭▭▭▭ ▭▭▭ ▭▭▭▭ ▭▭▭ ▭▭▭▭ ▭▭ ▭▭▭▭▭ ▭▭▭ ▭▭▭▭ ▭▭▭ ▭▭ ▭▭▭▭▭▭ ▭▭▭ ▭▭▭▭ ▭▭▭ ▭▭▭▭ ▭▭ ▭▭▭▭▭ ▭▭▭ ▭▭▭▭ ▭▭▭ ▭▭ ▭▭▭▭▭▭ ▭▭▭ ▭▭▭▭ ▭▭▭ ▭▭▭▭ ▭▭ ▭▭▭▭▭ ▭▭▭ ▭▭▭▭ ▭▭▭ ▭▭ ▭▭▭▭▭▭ ▭▭▭ ▭▭▭▭ ▭▭▭ ▭▭▭▭ ▭▭ ▭▭▭▭▭ ▭▭▭ ▭▭▭▭ ▭▭▭ ▭▭ ▭▭▭▭▭▭ ▭▭▭ ▭▭▭▭ ▭▭▭ ▭▭▭▭ ▭▭ ▭▭▭▭▭ ▭▭▭ ▭▭▭▭ ▭▭▭ ▭▭ ▭▭▭▭▭▭ ▭▭▭ ▭▭▭▭ ▭▭▭ ▭▭▭▭ ▭▭ ▭▭▭▭▭ ▭▭▭ ▭▭▭▭ ▭▭▭ ▭▭ ▭▭▭▭▭▭ ▭▭▭ ▭▭▭▭ ▭▭▭ ▭▭▭▭ ▭▭ ▭▭▭▭▭ ▭▭▭ ▭▭▭▭ ▭▭▭ ▭▭ ▭▭▭▭▭▭ ▭▭▭ ▭▭▭▭ ▭▭▭ ▭▭▭▭ ▭▭ ▭▭▭▭▭ ▭▭▭ ▭▭▭▭ ▭▭▭ ▭▭ ▭▭▭▭▭▭ ▭▭▭ ▭▭▭▭ ▭▭▭ ▭▭▭▭ ▭▭ ▭▭▭▭▭ ▭▭▭ ▭▭▭▭ ▭▭▭ ▭▭ ▭▭▭▭▭▭ ▭▭▭ ▭▭▭▭ ▭▭▭ ▭▭▭▭ ▭▭ ▭▭▭▭▭ ▭▭▭ ▭▭▭▭ ▭▭▭ ▭▭ ▭▭▭▭▭▭ ▭▭▭ ▭▭▭▭ ▭▭▭ ▭▭▭▭ ▭▭ ▭▭▭▭▭ ▭▭▭ ▭▭▭▭ ▭▭▭ ▭▭ ▭▭▭▭▭▭ ▭▭▭ ▭▭▭▭ ▭▭▭ ▭▭▭▭ ▭▭ ▭▭▭▭▭ ▭▭▭ ▭▭▭▭ ▭▭▭ ▭▭ ▭▭▭▭▭▭ ▭▭▭ ▭▭▭▭ ▭▭▭ ▭▭▭▭ ▭▭ ▭▭▭▭▭ ▭▭▭ ▭▭▭▭ ▭▭▭ ▭▭ ▭▭▭▭▭▭ ▭▭▭ ▭▭▭▭ ▭▭▭ ▭▭▭▭ ▭▭ ▭▭▭▭▭ ▭▭▭ ▭▭▭▭ ▭▭▭ ▭▭ ▭▭▭▭▭▭ ▭▭▭ ▭▭▭▭ ▭▭▭ ▭▭▭▭ ▭▭ ▭▭▭▭▭ ▭▭▭ ▭▭▭▭ ▭▭▭ ▭▭ ▭▭▭▭▭▭ ▭▭▭ ▭▭▭▭ ▭▭▭ ▭▭▭▭ ▭▭ ▭▭▭▭▭ ▭▭▭ ▭▭▭▭ ▭▭▭ ▭▭ ▭▭▭▭▭▭ ▭▭▭ ▭▭▭▭ ▭▭▭ ▭▭▭▭ ▭▭ ▭▭▭▭▭ ▭▭▭ ▭▭▭▭ ▭▭▭ ▭▭ ▭▭▭▭▭▭ ▭▭▭ ▭▭▭▭ ▭▭▭ ▭▭▭▭ ▭▭ ▭▭▭▭▭ ▭▭▭ ▭▭▭▭ ▭▭▭ ▭▭ ▭▭▭▭▭▭ ▭▭▭ ▭▭▭▭ ▭▭▭ ▭▭▭▭ ▭▭ ▭▭▭▭▭ ▭▭▭ ▭▭▭▭ ▭▭▭ ▭▭ ▭▭▭▭▭▭ ▭▭▭ ▭▭▭▭ ▭▭▭ ▭▭▭▭ ▭▭ ▭▭▭▭▭ ▭▭▭ ▭▭▭▭ ▭▭▭ ▭▭ ▭▭▭▭▭▭ ▭▭▭ ▭▭▭▭ ▭▭▭ ▭▭▭▭ ▭▭ ▭▭▭▭▭ ▭▭▭ ▭▭▭▭ ▭▭▭ ▭▭ ▭▭▭▭▭▭ ▭▭▭ ▭▭▭▭ ▭▭▭ ▭▭▭▭ ▭▭ ▭▭▭▭▭ ▭▭▭ ▭▭▭▭ ▭▭▭ ▭▭ ▭▭▭▭▭▭ ▭▭▭ ▭▭▭▭ ▭▭▭ ▭▭▭▭ ▭▭ ▭▭▭▭▭ ▭▭▭ ▭▭▭▭ ▭▭▭ ▭▭ ▭▭▭▭▭▭ ▭▭▭ ▭▭▭▭ ▭▭▭ ▭▭▭▭ ▭▭ ▭▭▭▭▭ ▭▭▭ ▭▭▭▭ ▭▭▭ ▭▭ ▭▭▭▭▭▭ ▭▭▭ ▭▭▭▭ ▭▭▭ ▭▭▭▭ ▭▭ ▭▭▭▭▭ ▭▭▭ ▭▭▭▭ ▭▭▭ ▭▭ ▭▭▭▭▭▭ ▭▭▭ ▭▭▭▭ ▭▭▭ ▭▭▭▭ ▭▭ ▭▭▭▭▭ ▭▭▭ ▭▭▭▭ ▭▭▭ ▭▭ ▭▭▭▭▭▭ ▭▭▭ ▭▭▭▭ ▭▭▭ ▭▭▭▭ ▭▭ ▭▭▭▭▭ ▭▭▭ ▭▭▭▭ ▭▭▭ ▭▭ ▭▭▭▭▭▭ ▭▭▭ ▭▭▭▭ ▭▭▭ ▭▭▭▭ ▭▭ ▭▭▭▭▭ ▭▭▭ ▭▭▭▭ ▭▭▭ ▭▭ ▭▭▭▭▭▭ ▭▭▭ ▭▭▭▭ ▭▭▭ ▭▭▭▭ ▭▭ ▭▭▭▭▭ ▭▭▭ ▭▭▭▭ ▭▭▭ ▭▭ ▭▭▭▭▭▭ ▭▭▭ ▭▭▭▭ ▭▭▭ ▭▭▭▭ ▭▭ ▭▭▭▭▭ ▭▭▭ ▭▭▭▭ ▭▭▭ ▭▭ ▭▭▭▭▭▭ ▭▭▭ ▭▭▭▭ ▭▭▭ ▭▭▭▭ ▭▭ ▭▭▭▭▭ ▭▭▭ ▭▭▭▭ ▭▭▭ ▭▭ ▭▭▭▭▭▭ ▭▭▭ ▭▭▭▭ ▭▭▭ ▭▭▭▭ ▭▭ ▭▭▭▭▭ ▭▭▭ ▭▭▭▭ ▭▭▭ ▭▭ ▭▭▭▭▭▭ ▭▭▭ ▭▭▭▭ ▭▭▭ ▭▭▭▭ ▭▭ ▭▭▭▭▭ ▭▭▭ ▭▭▭▭ ▭▭▭ ▭▭ ▭▭▭▭▭▭ ▭▭▭ ▭▭▭▭ ▭▭▭ ▭▭▭▭ ▭▭ ▭▭▭▭▭ ▭▭▭ ▭▭▭▭ ▭▭▭ ▭▭ ▭▭▭▭▭▭ ▭▭▭ ▭▭▭▭ ▭▭▭ ▭▭▭▭ ▭▭ ▭▭▭▭▭ ▭▭▭ ▭▭▭▭ ▭▭▭ ▭▭ ▭▭▭▭▭▭ ▭▭▭ ▭▭▭▭ ▭▭▭ ▭▭▭▭ ▭▭ ▭▭▭▭▭ ▭▭▭ ▭▭▭▭ ▭▭▭ ▭▭ ▭▭▭▭▭▭ ▭▭▭ ▭▭▭▭ <box>345 82 496 615</box>
illegible-small-print: ▭▭▭ ▭▭▭▭ ▭▭ ▭▭▭▭▭ ▭▭▭ ▭▭▭▭ ▭▭▭ ▭▭ ▭▭▭▭▭▭ ▭▭▭ ▭▭▭▭ ▭▭▭ ▭▭▭▭ ▭▭ ▭▭▭▭▭ ▭▭▭ ▭▭▭▭ ▭▭▭ ▭▭ ▭▭▭▭▭▭ ▭▭▭ ▭▭▭▭ ▭▭▭ ▭▭▭▭ ▭▭ ▭▭▭▭▭ ▭▭▭ ▭▭▭▭ ▭▭▭ ▭▭ ▭▭▭▭▭▭ ▭▭▭ ▭▭▭▭ ▭▭▭ ▭▭▭▭ ▭▭ ▭▭▭▭▭ ▭▭▭ ▭▭▭▭ ▭▭▭ ▭▭ ▭▭▭▭▭▭ ▭▭▭ ▭▭▭▭ ▭▭▭ ▭▭▭▭ ▭▭ ▭▭▭▭▭ ▭▭▭ ▭▭▭▭ ▭▭▭ ▭▭ ▭▭▭▭▭▭ ▭▭▭ ▭▭▭▭ ▭▭▭ ▭▭▭▭ ▭▭ ▭▭▭▭▭ ▭▭▭ ▭▭▭▭ ▭▭▭ ▭▭ ▭▭▭▭▭▭ ▭▭▭ ▭▭▭▭ ▭▭▭ ▭▭▭▭ ▭▭ ▭▭▭▭▭ ▭▭▭ ▭▭▭▭ ▭▭▭ ▭▭ ▭▭▭▭▭▭ ▭▭▭ ▭▭▭▭ ▭▭▭ ▭▭▭▭ ▭▭ ▭▭▭▭▭ ▭▭▭ ▭▭▭▭ ▭▭▭ ▭▭ ▭▭▭▭▭▭ ▭▭▭ ▭▭▭▭ ▭▭▭ ▭▭▭▭ ▭▭ ▭▭▭▭▭ ▭▭▭ ▭▭▭▭ ▭▭▭ ▭▭ ▭▭▭▭▭▭ ▭▭▭ ▭▭▭▭ ▭▭▭ ▭▭▭▭ ▭▭ ▭▭▭▭▭ ▭▭▭ ▭▭▭▭ ▭▭▭ ▭▭ ▭▭▭▭▭▭ ▭▭▭ ▭▭▭▭ ▭▭▭ ▭▭▭▭ ▭▭ ▭▭▭▭▭ ▭▭▭ ▭▭▭▭ ▭▭▭ ▭▭ ▭▭▭▭▭▭ ▭▭▭ ▭▭▭▭ ▭▭▭ ▭▭▭▭ ▭▭ ▭▭▭▭▭ ▭▭▭ ▭▭▭▭ ▭▭▭ ▭▭ ▭▭▭▭▭▭ ▭▭▭ ▭▭▭▭ <box>504 328 655 477</box>
display-ad <box>1143 1009 1295 1024</box>
section-heading: CHILDREN TO BOARD <box>26 1198 176 1210</box>
display-ad-line: UNSKILLED LABOR IS <box>1178 725 1260 734</box>
column-7 <box>979 42 1139 2576</box>
display-ad-line: CLOSING OUT SALE <box>1181 937 1256 946</box>
display-ad <box>186 60 336 98</box>
display-ad-line: Earn $50 and More Each Week <box>365 786 475 795</box>
display-ad-line: CHESTER A. WICKS <box>35 653 167 669</box>
display-ad <box>1143 926 1295 950</box>
section-heading: REAL ESTATE FOR SALE <box>983 2276 1134 2288</box>
illegible-small-print: ▭▭▭ ▭▭▭▭ ▭▭ ▭▭▭▭▭ ▭▭▭ ▭▭▭▭ ▭▭▭ ▭▭ ▭▭▭▭▭▭ ▭▭▭ ▭▭▭▭ ▭▭▭ ▭▭▭▭ ▭▭ ▭▭▭▭▭ ▭▭▭ ▭▭▭▭ ▭▭▭ ▭▭ ▭▭▭▭▭▭ ▭▭▭ ▭▭▭▭ <box>26 1212 176 1242</box>
display-ad-line: OF USED CARS <box>222 82 299 95</box>
display-ad-line: OUR BUYERS NEVER FAIL <box>1170 617 1268 626</box>
display-ad-body: We will sell you a garden spot of two acres and one city lot for $550 and will build for you; $200 cash; balance monthly. <box>1143 751 1295 800</box>
illegible-small-print: ▭▭▭ ▭▭▭▭ ▭▭ ▭▭▭▭▭ ▭▭▭ ▭▭▭▭ ▭▭▭ ▭▭ ▭▭▭▭▭▭ ▭▭▭ ▭▭▭▭ ▭▭▭ ▭▭▭▭ ▭▭ ▭▭▭▭▭ ▭▭▭ ▭▭▭▭ ▭▭▭ ▭▭ ▭▭▭▭▭▭ ▭▭▭ ▭▭▭▭ ▭▭▭ ▭▭▭▭ ▭▭ ▭▭▭▭▭ ▭▭▭ ▭▭▭▭ ▭▭▭ ▭▭ ▭▭▭▭▭▭ ▭▭▭ ▭▭▭▭ ▭▭▭ ▭▭▭▭ ▭▭ ▭▭▭▭▭ ▭▭▭ ▭▭▭▭ ▭▭▭ ▭▭ ▭▭▭▭▭▭ ▭▭▭ ▭▭▭▭ ▭▭▭ ▭▭▭▭ ▭▭ ▭▭▭▭▭ ▭▭▭ ▭▭▭▭ ▭▭▭ ▭▭ ▭▭▭▭▭▭ ▭▭▭ ▭▭▭▭ ▭▭▭ ▭▭▭▭ ▭▭ ▭▭▭▭▭ ▭▭▭ ▭▭▭▭ ▭▭▭ ▭▭ ▭▭▭▭▭▭ ▭▭▭ ▭▭▭▭ ▭▭▭ ▭▭▭▭ ▭▭ ▭▭▭▭▭ ▭▭▭ ▭▭▭▭ ▭▭▭ ▭▭ ▭▭▭▭▭▭ ▭▭▭ ▭▭▭▭ ▭▭▭ ▭▭▭▭ ▭▭ ▭▭▭▭▭ ▭▭▭ ▭▭▭▭ ▭▭▭ ▭▭ ▭▭▭▭▭▭ ▭▭▭ ▭▭▭▭ <box>26 962 176 1059</box>
display-ad <box>505 145 656 229</box>
display-ad <box>1143 993 1295 1005</box>
display-ad-line: New Seal Coats <box>72 914 129 923</box>
section-heading: MALE AND FEMALE <box>505 60 656 72</box>
section-heading: FLATS WANTED <box>824 1834 975 1847</box>
